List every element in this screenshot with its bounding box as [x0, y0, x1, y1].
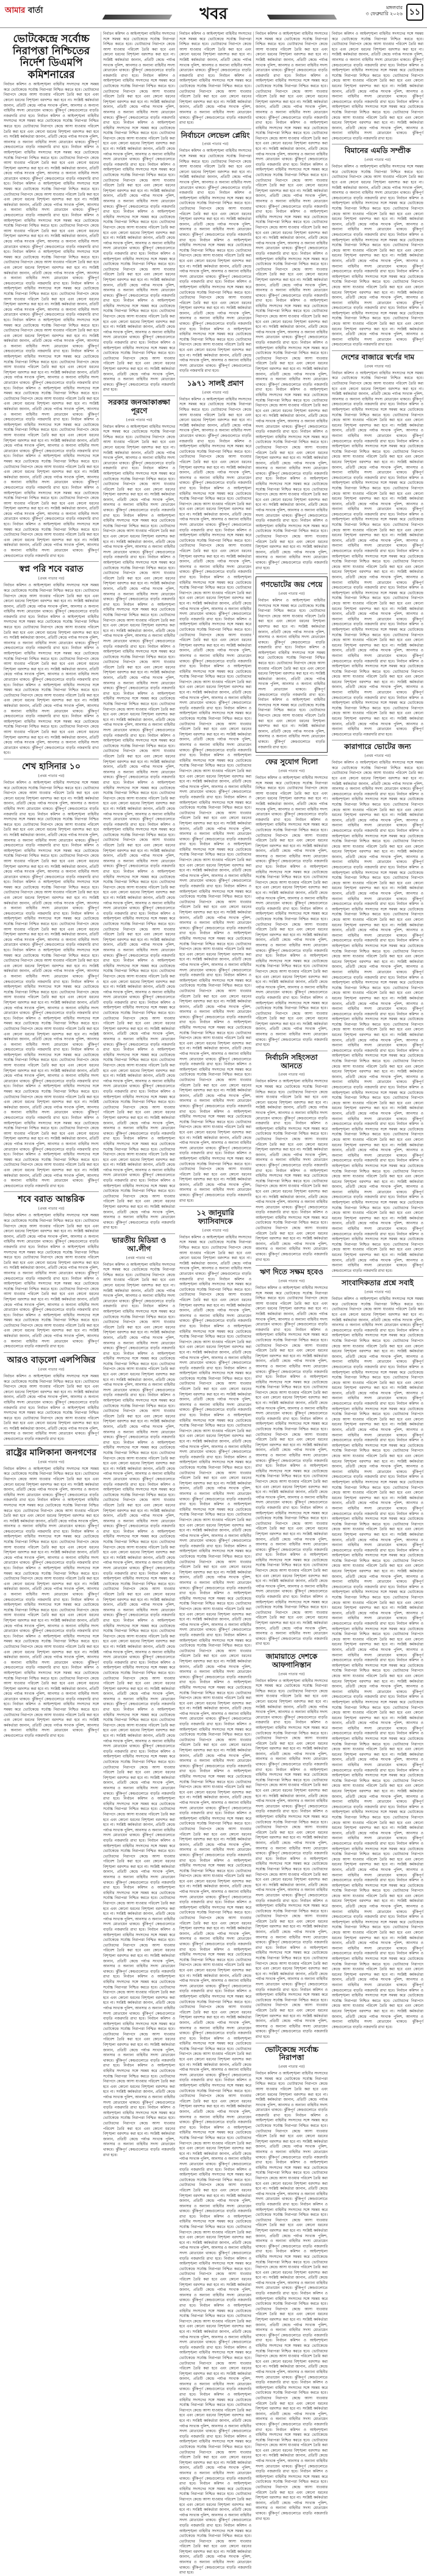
article-headline: সরকার জনআকাঙ্ক্ষা পূরণে	[108, 397, 170, 415]
article-continuation: নির্বাচন কমিশন ও আইনশৃঙ্খলা বাহিনীর সদস্যদের সঙ্গে সমন্বয় করে ভোটকেন্দ্রে সর্বোচ্চ নিরাপত্তা নিশ্চিত করতে হবে। ভোটারদের নিরাপদে কেন্দ্রে আসা যাওয়ার পরিবেশ তৈরি করা হবে এবং কোনো ধরনের বিশৃঙ্খলা বরদাশত করা হবে না। সংশ্লিষ্ট কর্মকর্তারা জানান, প্রতিটি কেন্দ্রে পর্যাপ্ত সংখ্যক পুলিশ, আনসার ও অন্যান্য বাহিনীর সদস্য মোতায়েন থাকবে। ঝুঁকিপূর্ণ কেন্দ্রগুলোতে বাড়তি নজরদারি রাখা হবে। নির্বাচন কমিশন ও আইনশৃঙ্খলা বাহিনীর সদস্যদের সঙ্গে সমন্বয় করে ভোটকেন্দ্রে সর্বোচ্চ নিরাপত্তা নিশ্চিত করতে হবে। ভোটারদের নিরাপদে কেন্দ্রে আসা যাওয়ার পরিবেশ তৈরি করা হবে এবং কোনো ধরনের বিশৃঙ্খলা বরদাশত করা হবে না। সংশ্লিষ্ট কর্মকর্তারা জানান, প্রতিটি কেন্দ্রে পর্যাপ্ত সংখ্যক পুলিশ, আনসার ও অন্যান্য বাহিনীর সদস্য মোতায়েন থাকবে। ঝুঁকিপূর্ণ কেন্দ্রগুলোতে বাড়তি নজরদারি রাখা হবে।	[179, 32, 251, 126]
article-20	[332, 743, 423, 1274]
article-headline: ১৯৭১ সালই প্রমাণ	[187, 379, 244, 388]
article-headline: সাংবাদিকতার প্রশ্নে সবাই	[342, 1279, 414, 1288]
article-byline: (প্রথম পাতার পর)	[364, 364, 391, 369]
article-continuation: নির্বাচন কমিশন ও আইনশৃঙ্খলা বাহিনীর সদস্যদের সঙ্গে সমন্বয় করে ভোটকেন্দ্রে সর্বোচ্চ নিরাপত্তা নিশ্চিত করতে হবে। ভোটারদের নিরাপদে কেন্দ্রে আসা যাওয়ার পরিবেশ তৈরি করা হবে এবং কোনো ধরনের বিশৃঙ্খলা বরদাশত করা হবে না। সংশ্লিষ্ট কর্মকর্তারা জানান, প্রতিটি কেন্দ্রে পর্যাপ্ত সংখ্যক পুলিশ, আনসার ও অন্যান্য বাহিনীর সদস্য মোতায়েন থাকবে। ঝুঁকিপূর্ণ কেন্দ্রগুলোতে বাড়তি নজরদারি রাখা হবে। নির্বাচন কমিশন ও আইনশৃঙ্খলা বাহিনীর সদস্যদের সঙ্গে সমন্বয় করে ভোটকেন্দ্রে সর্বোচ্চ নিরাপত্তা নিশ্চিত করতে হবে। ভোটারদের নিরাপদে কেন্দ্রে আসা যাওয়ার পরিবেশ তৈরি করা হবে এবং কোনো ধরনের বিশৃঙ্খলা বরদাশত করা হবে না। সংশ্লিষ্ট কর্মকর্তারা জানান, প্রতিটি কেন্দ্রে পর্যাপ্ত সংখ্যক পুলিশ, আনসার ও অন্যান্য বাহিনীর সদস্য মোতায়েন থাকবে। ঝুঁকিপূর্ণ কেন্দ্রগুলোতে বাড়তি নজরদারি রাখা হবে। নির্বাচন কমিশন ও আইনশৃঙ্খলা বাহিনীর সদস্যদের সঙ্গে সমন্বয় করে ভোটকেন্দ্রে সর্বোচ্চ নিরাপত্তা নিশ্চিত করতে হবে। ভোটারদের নিরাপদে কেন্দ্রে আসা যাওয়ার পরিবেশ তৈরি করা হবে এবং কোনো ধরনের বিশৃঙ্খলা বরদাশত করা হবে না। সংশ্লিষ্ট কর্মকর্তারা জানান, প্রতিটি কেন্দ্রে পর্যাপ্ত সংখ্যক পুলিশ, আনসার ও অন্যান্য বাহিনীর সদস্য মোতায়েন থাকবে। ঝুঁকিপূর্ণ কেন্দ্রগুলোতে বাড়তি নজরদারি রাখা হবে। নির্বাচন কমিশন ও আইনশৃঙ্খলা বাহিনীর সদস্যদের সঙ্গে সমন্বয় করে ভোটকেন্দ্রে সর্বোচ্চ নিরাপত্তা নিশ্চিত করতে হবে। ভোটারদের নিরাপদে কেন্দ্রে আসা যাওয়ার পরিবেশ তৈরি করা হবে এবং কোনো ধরনের বিশৃঙ্খলা বরদাশত করা হবে না। সংশ্লিষ্ট কর্মকর্তারা জানান, প্রতিটি কেন্দ্রে পর্যাপ্ত সংখ্যক পুলিশ, আনসার ও অন্যান্য বাহিনীর সদস্য মোতায়েন থাকবে। ঝুঁকিপূর্ণ কেন্দ্রগুলোতে বাড়তি নজরদারি রাখা হবে। নির্বাচন কমিশন ও আইনশৃঙ্খলা বাহিনীর সদস্যদের সঙ্গে সমন্বয় করে ভোটকেন্দ্রে সর্বোচ্চ নিরাপত্তা নিশ্চিত করতে হবে। ভোটারদের নিরাপদে কেন্দ্রে আসা যাওয়ার পরিবেশ তৈরি করা হবে এবং কোনো ধরনের বিশৃঙ্খলা বরদাশত করা হবে না। সংশ্লিষ্ট কর্মকর্তারা জানান, প্রতিটি কেন্দ্রে পর্যাপ্ত সংখ্যক পুলিশ, আনসার ও অন্যান্য বাহিনীর সদস্য মোতায়েন থাকবে। ঝুঁকিপূর্ণ কেন্দ্রগুলোতে বাড়তি নজরদারি রাখা হবে। নির্বাচন কমিশন ও আইনশৃঙ্খলা বাহিনীর সদস্যদের সঙ্গে সমন্বয় করে ভোটকেন্দ্রে সর্বোচ্চ নিরাপত্তা নিশ্চিত করতে হবে। ভোটারদের নিরাপদে কেন্দ্রে আসা যাওয়ার পরিবেশ তৈরি করা হবে এবং কোনো ধরনের বিশৃঙ্খলা বরদাশত করা হবে না। সংশ্লিষ্ট কর্মকর্তারা জানান, প্রতিটি কেন্দ্রে পর্যাপ্ত সংখ্যক পুলিশ, আনসার ও অন্যান্য বাহিনীর সদস্য মোতায়েন থাকবে। ঝুঁকিপূর্ণ কেন্দ্রগুলোতে বাড়তি নজরদারি রাখা হবে। নির্বাচন কমিশন ও আইনশৃঙ্খলা বাহিনীর সদস্যদের সঙ্গে সমন্বয় করে ভোটকেন্দ্রে সর্বোচ্চ নিরাপত্তা নিশ্চিত করতে হবে। ভোটারদের নিরাপদে কেন্দ্রে আসা যাওয়ার পরিবেশ তৈরি করা হবে এবং কোনো ধরনের বিশৃঙ্খলা বরদাশত করা হবে না। সংশ্লিষ্ট কর্মকর্তারা জানান, প্রতিটি কেন্দ্রে পর্যাপ্ত সংখ্যক পুলিশ, আনসার ও অন্যান্য বাহিনীর সদস্য মোতায়েন থাকবে। ঝুঁকিপূর্ণ কেন্দ্রগুলোতে বাড়তি নজরদারি রাখা হবে। নির্বাচন কমিশন ও আইনশৃঙ্খলা বাহিনীর সদস্যদের সঙ্গে সমন্বয় করে ভোটকেন্দ্রে সর্বোচ্চ নিরাপত্তা নিশ্চিত করতে হবে। ভোটারদের নিরাপদে কেন্দ্রে আসা যাওয়ার পরিবেশ তৈরি করা হবে এবং কোনো ধরনের বিশৃঙ্খলা বরদাশত করা হবে না। সংশ্লিষ্ট কর্মকর্তারা জানান, প্রতিটি কেন্দ্রে পর্যাপ্ত সংখ্যক পুলিশ, আনসার ও অন্যান্য বাহিনীর সদস্য মোতায়েন থাকবে। ঝুঁকিপূর্ণ কেন্দ্রগুলোতে বাড়তি নজরদারি রাখা হবে। নির্বাচন কমিশন ও আইনশৃঙ্খলা বাহিনীর সদস্যদের সঙ্গে সমন্বয় করে ভোটকেন্দ্রে সর্বোচ্চ নিরাপত্তা নিশ্চিত করতে হবে। ভোটারদের নিরাপদে কেন্দ্রে আসা যাওয়ার পরিবেশ তৈরি করা হবে এবং কোনো ধরনের বিশৃঙ্খলা বরদাশত করা হবে না। সংশ্লিষ্ট কর্মকর্তারা জানান, প্রতিটি কেন্দ্রে পর্যাপ্ত সংখ্যক পুলিশ, আনসার ও অন্যান্য বাহিনীর সদস্য মোতায়েন থাকবে। ঝুঁকিপূর্ণ কেন্দ্রগুলোতে বাড়তি নজরদারি রাখা হবে। নির্বাচন কমিশন ও আইনশৃঙ্খলা বাহিনীর সদস্যদের সঙ্গে সমন্বয় করে ভোটকেন্দ্রে সর্বোচ্চ নিরাপত্তা নিশ্চিত করতে হবে। ভোটারদের নিরাপদে কেন্দ্রে আসা যাওয়ার পরিবেশ তৈরি করা হবে এবং কোনো ধরনের বিশৃঙ্খলা বরদাশত করা হবে না। সংশ্লিষ্ট কর্মকর্তারা জানান, প্রতিটি কেন্দ্রে পর্যাপ্ত সংখ্যক পুলিশ, আনসার ও অন্যান্য বাহিনীর সদস্য মোতায়েন থাকবে। ঝুঁকিপূর্ণ কেন্দ্রগুলোতে বাড়তি নজরদারি রাখা হবে। নির্বাচন কমিশন ও আইনশৃঙ্খলা বাহিনীর সদস্যদের সঙ্গে সমন্বয় করে ভোটকেন্দ্রে সর্বোচ্চ নিরাপত্তা নিশ্চিত করতে হবে। ভোটারদের নিরাপদে কেন্দ্রে আসা যাওয়ার পরিবেশ তৈরি করা হবে এবং কোনো ধরনের বিশৃঙ্খলা বরদাশত করা হবে না। সংশ্লিষ্ট কর্মকর্তারা জানান, প্রতিটি কেন্দ্রে পর্যাপ্ত সংখ্যক পুলিশ, আনসার ও অন্যান্য বাহিনীর সদস্য মোতায়েন থাকবে। ঝুঁকিপূর্ণ কেন্দ্রগুলোতে বাড়তি নজরদারি রাখা হবে। নির্বাচন কমিশন ও আইনশৃঙ্খলা বাহিনীর সদস্যদের সঙ্গে সমন্বয় করে ভোটকেন্দ্রে সর্বোচ্চ নিরাপত্তা নিশ্চিত করতে হবে। ভোটারদের নিরাপদে কেন্দ্রে আসা যাওয়ার পরিবেশ তৈরি করা হবে এবং কোনো ধরনের বিশৃঙ্খলা বরদাশত করা হবে না। সংশ্লিষ্ট কর্মকর্তারা জানান, প্রতিটি কেন্দ্রে পর্যাপ্ত সংখ্যক পুলিশ, আনসার ও অন্যান্য বাহিনীর সদস্য মোতায়েন থাকবে। ঝুঁকিপূর্ণ কেন্দ্রগুলোতে বাড়তি নজরদারি রাখা হবে।	[256, 32, 328, 570]
article-headline: ঋণ দিতে সক্ষম হবেও	[259, 1268, 324, 1277]
article-body: নির্বাচন কমিশন ও আইনশৃঙ্খলা বাহিনীর সদস্যদের সঙ্গে সমন্বয় করে ভোটকেন্দ্রে সর্বোচ্চ নিরাপত্তা নিশ্চিত করতে হবে। ভোটারদের নিরাপদে কেন্দ্রে আসা যাওয়ার পরিবেশ তৈরি করা হবে এবং কোনো ধরনের বিশৃঙ্খলা বরদাশত করা হবে না। সংশ্লিষ্ট কর্মকর্তারা জানান, প্রতিটি কেন্দ্রে পর্যাপ্ত সংখ্যক পুলিশ, আনসার ও অন্যান্য বাহিনীর সদস্য মোতায়েন থাকবে। ঝুঁকিপূর্ণ কেন্দ্রগুলোতে বাড়তি নজরদারি রাখা হবে। নির্বাচন কমিশন ও আইনশৃঙ্খলা বাহিনীর সদস্যদের সঙ্গে সমন্বয় করে ভোটকেন্দ্রে সর্বোচ্চ নিরাপত্তা নিশ্চিত করতে হবে। ভোটারদের নিরাপদে কেন্দ্রে আসা যাওয়ার পরিবেশ তৈরি করা হবে এবং কোনো ধরনের বিশৃঙ্খলা বরদাশত করা হবে না। সংশ্লিষ্ট কর্মকর্তারা জানান, প্রতিটি কেন্দ্রে পর্যাপ্ত সংখ্যক পুলিশ, আনসার ও অন্যান্য বাহিনীর সদস্য মোতায়েন থাকবে। ঝুঁকিপূর্ণ কেন্দ্রগুলোতে বাড়তি নজরদারি রাখা হবে। নির্বাচন কমিশন ও আইনশৃঙ্খলা বাহিনীর সদস্যদের সঙ্গে সমন্বয় করে ভোটকেন্দ্রে সর্বোচ্চ নিরাপত্তা নিশ্চিত করতে হবে। ভোটারদের নিরাপদে কেন্দ্রে আসা যাওয়ার পরিবেশ তৈরি করা হবে এবং কোনো ধরনের বিশৃঙ্খলা বরদাশত করা হবে না। সংশ্লিষ্ট কর্মকর্তারা জানান, প্রতিটি কেন্দ্রে পর্যাপ্ত সংখ্যক পুলিশ, আনসার ও অন্যান্য বাহিনীর সদস্য মোতায়েন থাকবে। ঝুঁকিপূর্ণ কেন্দ্রগুলোতে বাড়তি নজরদারি রাখা হবে। নির্বাচন কমিশন ও আইনশৃঙ্খলা বাহিনীর সদস্যদের সঙ্গে সমন্বয় করে ভোটকেন্দ্রে সর্বোচ্চ নিরাপত্তা নিশ্চিত করতে হবে। ভোটারদের নিরাপদে কেন্দ্রে আসা যাওয়ার পরিবেশ তৈরি করা হবে এবং কোনো ধরনের বিশৃঙ্খলা বরদাশত করা হবে না। সংশ্লিষ্ট কর্মকর্তারা জানান, প্রতিটি কেন্দ্রে পর্যাপ্ত সংখ্যক পুলিশ, আনসার ও অন্যান্য বাহিনীর সদস্য মোতায়েন থাকবে। ঝুঁকিপূর্ণ কেন্দ্রগুলোতে বাড়তি নজরদারি রাখা হবে। নির্বাচন কমিশন ও আইনশৃঙ্খলা বাহিনীর সদস্যদের সঙ্গে সমন্বয় করে ভোটকেন্দ্রে সর্বোচ্চ নিরাপত্তা নিশ্চিত করতে হবে। ভোটারদের নিরাপদে কেন্দ্রে আসা যাওয়ার পরিবেশ তৈরি করা হবে এবং কোনো ধরনের বিশৃঙ্খলা বরদাশত করা হবে না। সংশ্লিষ্ট কর্মকর্তারা জানান, প্রতিটি কেন্দ্রে পর্যাপ্ত সংখ্যক পুলিশ, আনসার ও অন্যান্য বাহিনীর সদস্য মোতায়েন থাকবে। ঝুঁকিপূর্ণ কেন্দ্রগুলোতে বাড়তি নজরদারি রাখা হবে। নির্বাচন কমিশন ও আইনশৃঙ্খলা বাহিনীর সদস্যদের সঙ্গে সমন্বয় করে ভোটকেন্দ্রে সর্বোচ্চ নিরাপত্তা নিশ্চিত করতে হবে। ভোটারদের নিরাপদে কেন্দ্রে আসা যাওয়ার পরিবেশ তৈরি করা হবে এবং কোনো ধরনের বিশৃঙ্খলা বরদাশত করা হবে না। সংশ্লিষ্ট কর্মকর্তারা জানান, প্রতিটি কেন্দ্রে পর্যাপ্ত সংখ্যক পুলিশ, আনসার ও অন্যান্য বাহিনীর সদস্য মোতায়েন থাকবে। ঝুঁকিপূর্ণ কেন্দ্রগুলোতে বাড়তি নজরদারি রাখা হবে।	[256, 775, 328, 1048]
column-3	[179, 32, 251, 2575]
article-body: নির্বাচন কমিশন ও আইনশৃঙ্খলা বাহিনীর সদস্যদের সঙ্গে সমন্বয় করে ভোটকেন্দ্রে সর্বোচ্চ নিরাপত্তা নিশ্চিত করতে হবে। ভোটারদের নিরাপদে কেন্দ্রে আসা যাওয়ার পরিবেশ তৈরি করা হবে এবং কোনো ধরনের বিশৃঙ্খলা বরদাশত করা হবে না। সংশ্লিষ্ট কর্মকর্তারা জানান, প্রতিটি কেন্দ্রে পর্যাপ্ত সংখ্যক পুলিশ, আনসার ও অন্যান্য বাহিনীর সদস্য মোতায়েন থাকবে। ঝুঁকিপূর্ণ কেন্দ্রগুলোতে বাড়তি নজরদারি রাখা হবে। নির্বাচন কমিশন ও আইনশৃঙ্খলা বাহিনীর সদস্যদের সঙ্গে সমন্বয় করে ভোটকেন্দ্রে সর্বোচ্চ নিরাপত্তা নিশ্চিত করতে হবে। ভোটারদের নিরাপদে কেন্দ্রে আসা যাওয়ার পরিবেশ তৈরি করা হবে এবং কোনো ধরনের বিশৃঙ্খলা বরদাশত করা হবে না। সংশ্লিষ্ট কর্মকর্তারা জানান, প্রতিটি কেন্দ্রে পর্যাপ্ত সংখ্যক পুলিশ, আনসার ও অন্যান্য বাহিনীর সদস্য মোতায়েন থাকবে। ঝুঁকিপূর্ণ কেন্দ্রগুলোতে বাড়তি নজরদারি রাখা হবে। নির্বাচন কমিশন ও আইনশৃঙ্খলা বাহিনীর সদস্যদের সঙ্গে সমন্বয় করে ভোটকেন্দ্রে সর্বোচ্চ নিরাপত্তা নিশ্চিত করতে হবে। ভোটারদের নিরাপদে কেন্দ্রে আসা যাওয়ার পরিবেশ তৈরি করা হবে এবং কোনো ধরনের বিশৃঙ্খলা বরদাশত করা হবে না। সংশ্লিষ্ট কর্মকর্তারা জানান, প্রতিটি কেন্দ্রে পর্যাপ্ত সংখ্যক পুলিশ, আনসার ও অন্যান্য বাহিনীর সদস্য মোতায়েন থাকবে। ঝুঁকিপূর্ণ কেন্দ্রগুলোতে বাড়তি নজরদারি রাখা হবে। নির্বাচন কমিশন ও আইনশৃঙ্খলা বাহিনীর সদস্যদের সঙ্গে সমন্বয় করে ভোটকেন্দ্রে সর্বোচ্চ নিরাপত্তা নিশ্চিত করতে হবে। ভোটারদের নিরাপদে কেন্দ্রে আসা যাওয়ার পরিবেশ তৈরি করা হবে এবং কোনো ধরনের বিশৃঙ্খলা বরদাশত করা হবে না। সংশ্লিষ্ট কর্মকর্তারা জানান, প্রতিটি কেন্দ্রে পর্যাপ্ত সংখ্যক পুলিশ, আনসার ও অন্যান্য বাহিনীর সদস্য মোতায়েন থাকবে। ঝুঁকিপূর্ণ কেন্দ্রগুলোতে বাড়তি নজরদারি রাখা হবে। নির্বাচন কমিশন ও আইনশৃঙ্খলা বাহিনীর সদস্যদের সঙ্গে সমন্বয় করে ভোটকেন্দ্রে সর্বোচ্চ নিরাপত্তা নিশ্চিত করতে হবে। ভোটারদের নিরাপদে কেন্দ্রে আসা যাওয়ার পরিবেশ তৈরি করা হবে এবং কোনো ধরনের বিশৃঙ্খলা বরদাশত করা হবে না। সংশ্লিষ্ট কর্মকর্তারা জানান, প্রতিটি কেন্দ্রে পর্যাপ্ত সংখ্যক পুলিশ, আনসার ও অন্যান্য বাহিনীর সদস্য মোতায়েন থাকবে। ঝুঁকিপূর্ণ কেন্দ্রগুলোতে বাড়তি নজরদারি রাখা হবে। নির্বাচন কমিশন ও আইনশৃঙ্খলা বাহিনীর সদস্যদের সঙ্গে সমন্বয় করে ভোটকেন্দ্রে সর্বোচ্চ নিরাপত্তা নিশ্চিত করতে হবে। ভোটারদের নিরাপদে কেন্দ্রে আসা যাওয়ার পরিবেশ তৈরি করা হবে এবং কোনো ধরনের বিশৃঙ্খলা বরদাশত করা হবে না। সংশ্লিষ্ট কর্মকর্তারা জানান, প্রতিটি কেন্দ্রে পর্যাপ্ত সংখ্যক পুলিশ, আনসার ও অন্যান্য বাহিনীর সদস্য মোতায়েন থাকবে। ঝুঁকিপূর্ণ কেন্দ্রগুলোতে বাড়তি নজরদারি রাখা হবে। নির্বাচন কমিশন ও আইনশৃঙ্খলা বাহিনীর সদস্যদের সঙ্গে সমন্বয় করে ভোটকেন্দ্রে সর্বোচ্চ নিরাপত্তা নিশ্চিত করতে হবে। ভোটারদের নিরাপদে কেন্দ্রে আসা যাওয়ার পরিবেশ তৈরি করা হবে এবং কোনো ধরনের বিশৃঙ্খলা বরদাশত করা হবে না। সংশ্লিষ্ট কর্মকর্তারা জানান, প্রতিটি কেন্দ্রে পর্যাপ্ত সংখ্যক পুলিশ, আনসার ও অন্যান্য বাহিনীর সদস্য মোতায়েন থাকবে। ঝুঁকিপূর্ণ কেন্দ্রগুলোতে বাড়তি নজরদারি রাখা হবে। নির্বাচন কমিশন ও আইনশৃঙ্খলা বাহিনীর সদস্যদের সঙ্গে সমন্বয় করে ভোটকেন্দ্রে সর্বোচ্চ নিরাপত্তা নিশ্চিত করতে হবে। ভোটারদের নিরাপদে কেন্দ্রে আসা যাওয়ার পরিবেশ তৈরি করা হবে এবং কোনো ধরনের বিশৃঙ্খলা বরদাশত করা হবে না। সংশ্লিষ্ট কর্মকর্তারা জানান, প্রতিটি কেন্দ্রে পর্যাপ্ত সংখ্যক পুলিশ, আনসার ও অন্যান্য বাহিনীর সদস্য মোতায়েন থাকবে। ঝুঁকিপূর্ণ কেন্দ্রগুলোতে বাড়তি নজরদারি রাখা হবে। নির্বাচন কমিশন ও আইনশৃঙ্খলা বাহিনীর সদস্যদের সঙ্গে সমন্বয় করে ভোটকেন্দ্রে সর্বোচ্চ নিরাপত্তা নিশ্চিত করতে হবে। ভোটারদের নিরাপদে কেন্দ্রে আসা যাওয়ার পরিবেশ তৈরি করা হবে এবং কোনো ধরনের বিশৃঙ্খলা বরদাশত করা হবে না। সংশ্লিষ্ট কর্মকর্তারা জানান, প্রতিটি কেন্দ্রে পর্যাপ্ত সংখ্যক পুলিশ, আনসার ও অন্যান্য বাহিনীর সদস্য মোতায়েন থাকবে। ঝুঁকিপূর্ণ কেন্দ্রগুলোতে বাড়তি নজরদারি রাখা হবে। নির্বাচন কমিশন ও আইনশৃঙ্খলা বাহিনীর সদস্যদের সঙ্গে সমন্বয় করে ভোটকেন্দ্রে সর্বোচ্চ নিরাপত্তা নিশ্চিত করতে হবে। ভোটারদের নিরাপদে কেন্দ্রে আসা যাওয়ার পরিবেশ তৈরি করা হবে এবং কোনো ধরনের বিশৃঙ্খলা বরদাশত করা হবে না। সংশ্লিষ্ট কর্মকর্তারা জানান, প্রতিটি কেন্দ্রে পর্যাপ্ত সংখ্যক পুলিশ, আনসার ও অন্যান্য বাহিনীর সদস্য মোতায়েন থাকবে। ঝুঁকিপূর্ণ কেন্দ্রগুলোতে বাড়তি নজরদারি রাখা হবে। নির্বাচন কমিশন ও আইনশৃঙ্খলা বাহিনীর সদস্যদের সঙ্গে সমন্বয় করে ভোটকেন্দ্রে সর্বোচ্চ নিরাপত্তা নিশ্চিত করতে হবে। ভোটারদের নিরাপদে কেন্দ্রে আসা যাওয়ার পরিবেশ তৈরি করা হবে এবং কোনো ধরনের বিশৃঙ্খলা বরদাশত করা হবে না। সংশ্লিষ্ট কর্মকর্তারা জানান, প্রতিটি কেন্দ্রে পর্যাপ্ত সংখ্যক পুলিশ, আনসার ও অন্যান্য বাহিনীর সদস্য মোতায়েন থাকবে। ঝুঁকিপূর্ণ কেন্দ্রগুলোতে বাড়তি নজরদারি রাখা হবে। নির্বাচন কমিশন ও আইনশৃঙ্খলা বাহিনীর সদস্যদের সঙ্গে সমন্বয় করে ভোটকেন্দ্রে সর্বোচ্চ নিরাপত্তা নিশ্চিত করতে হবে। ভোটারদের নিরাপদে কেন্দ্রে আসা যাওয়ার পরিবেশ তৈরি করা হবে এবং কোনো ধরনের বিশৃঙ্খলা বরদাশত করা হবে না। সংশ্লিষ্ট কর্মকর্তারা জানান, প্রতিটি কেন্দ্রে পর্যাপ্ত সংখ্যক পুলিশ, আনসার ও অন্যান্য বাহিনীর সদস্য মোতায়েন থাকবে। ঝুঁকিপূর্ণ কেন্দ্রগুলোতে বাড়তি নজরদারি রাখা হবে। নির্বাচন কমিশন ও আইনশৃঙ্খলা বাহিনীর সদস্যদের সঙ্গে সমন্বয় করে ভোটকেন্দ্রে সর্বোচ্চ নিরাপত্তা নিশ্চিত করতে হবে। ভোটারদের নিরাপদে কেন্দ্রে আসা যাওয়ার পরিবেশ তৈরি করা হবে এবং কোনো ধরনের বিশৃঙ্খলা বরদাশত করা হবে না। সংশ্লিষ্ট কর্মকর্তারা জানান, প্রতিটি কেন্দ্রে পর্যাপ্ত সংখ্যক পুলিশ, আনসার ও অন্যান্য বাহিনীর সদস্য মোতায়েন থাকবে। ঝুঁকিপূর্ণ কেন্দ্রগুলোতে বাড়তি নজরদারি রাখা হবে। নির্বাচন কমিশন ও আইনশৃঙ্খলা বাহিনীর সদস্যদের সঙ্গে সমন্বয় করে ভোটকেন্দ্রে সর্বোচ্চ নিরাপত্তা নিশ্চিত করতে হবে। ভোটারদের নিরাপদে কেন্দ্রে আসা যাওয়ার পরিবেশ তৈরি করা হবে এবং কোনো ধরনের বিশৃঙ্খলা বরদাশত করা হবে না। সংশ্লিষ্ট কর্মকর্তারা জানান, প্রতিটি কেন্দ্রে পর্যাপ্ত সংখ্যক পুলিশ, আনসার ও অন্যান্য বাহিনীর সদস্য মোতায়েন থাকবে। ঝুঁকিপূর্ণ কেন্দ্রগুলোতে বাড়তি নজরদারি রাখা হবে। নির্বাচন কমিশন ও আইনশৃঙ্খলা বাহিনীর সদস্যদের সঙ্গে সমন্বয় করে ভোটকেন্দ্রে সর্বোচ্চ নিরাপত্তা নিশ্চিত করতে হবে। ভোটারদের নিরাপদে কেন্দ্রে আসা যাওয়ার পরিবেশ তৈরি করা হবে এবং কোনো ধরনের বিশৃঙ্খলা বরদাশত করা হবে না। সংশ্লিষ্ট কর্মকর্তারা জানান, প্রতিটি কেন্দ্রে পর্যাপ্ত সংখ্যক পুলিশ, আনসার ও অন্যান্য বাহিনীর সদস্য মোতায়েন থাকবে। ঝুঁকিপূর্ণ কেন্দ্রগুলোতে বাড়তি নজরদারি রাখা হবে। নির্বাচন কমিশন ও আইনশৃঙ্খলা বাহিনীর সদস্যদের সঙ্গে সমন্বয় করে ভোটকেন্দ্রে সর্বোচ্চ নিরাপত্তা নিশ্চিত করতে হবে। ভোটারদের নিরাপদে কেন্দ্রে আসা যাওয়ার পরিবেশ তৈরি করা হবে এবং কোনো ধরনের বিশৃঙ্খলা বরদাশত করা হবে না। সংশ্লিষ্ট কর্মকর্তারা জানান, প্রতিটি কেন্দ্রে পর্যাপ্ত সংখ্যক পুলিশ, আনসার ও অন্যান্য বাহিনীর সদস্য মোতায়েন থাকবে। ঝুঁকিপূর্ণ কেন্দ্রগুলোতে বাড়তি নজরদারি রাখা হবে। নির্বাচন কমিশন ও আইনশৃঙ্খলা বাহিনীর সদস্যদের সঙ্গে সমন্বয় করে ভোটকেন্দ্রে সর্বোচ্চ নিরাপত্তা নিশ্চিত করতে হবে। ভোটারদের নিরাপদে কেন্দ্রে আসা যাওয়ার পরিবেশ তৈরি করা হবে এবং কোনো ধরনের বিশৃঙ্খলা বরদাশত করা হবে না। সংশ্লিষ্ট কর্মকর্তারা জানান, প্রতিটি কেন্দ্রে পর্যাপ্ত সংখ্যক পুলিশ, আনসার ও অন্যান্য বাহিনীর সদস্য মোতায়েন থাকবে। ঝুঁকিপূর্ণ কেন্দ্রগুলোতে বাড়তি নজরদারি রাখা হবে। নির্বাচন কমিশন ও আইনশৃঙ্খলা বাহিনীর সদস্যদের সঙ্গে সমন্বয় করে ভোটকেন্দ্রে সর্বোচ্চ নিরাপত্তা নিশ্চিত করতে হবে। ভোটারদের নিরাপদে কেন্দ্রে আসা যাওয়ার পরিবেশ তৈরি করা হবে এবং কোনো ধরনের বিশৃঙ্খলা বরদাশত করা হবে না। সংশ্লিষ্ট কর্মকর্তারা জানান, প্রতিটি কেন্দ্রে পর্যাপ্ত সংখ্যক পুলিশ, আনসার ও অন্যান্য বাহিনীর সদস্য মোতায়েন থাকবে। ঝুঁকিপূর্ণ কেন্দ্রগুলোতে বাড়তি নজরদারি রাখা হবে। নির্বাচন কমিশন ও আইনশৃঙ্খলা বাহিনীর সদস্যদের সঙ্গে সমন্বয় করে ভোটকেন্দ্রে সর্বোচ্চ নিরাপত্তা নিশ্চিত করতে হবে। ভোটারদের নিরাপদে কেন্দ্রে আসা যাওয়ার পরিবেশ তৈরি করা হবে এবং কোনো ধরনের বিশৃঙ্খলা বরদাশত করা হবে না। সংশ্লিষ্ট কর্মকর্তারা জানান, প্রতিটি কেন্দ্রে পর্যাপ্ত সংখ্যক পুলিশ, আনসার ও অন্যান্য বাহিনীর সদস্য মোতায়েন থাকবে। ঝুঁকিপূর্ণ কেন্দ্রগুলোতে বাড়তি নজরদারি রাখা হবে। নির্বাচন কমিশন ও আইনশৃঙ্খলা বাহিনীর সদস্যদের সঙ্গে সমন্বয় করে ভোটকেন্দ্রে সর্বোচ্চ নিরাপত্তা নিশ্চিত করতে হবে। ভোটারদের নিরাপদে কেন্দ্রে আসা যাওয়ার পরিবেশ তৈরি করা হবে এবং কোনো ধরনের বিশৃঙ্খলা বরদাশত করা হবে না। সংশ্লিষ্ট কর্মকর্তারা জানান, প্রতিটি কেন্দ্রে পর্যাপ্ত সংখ্যক পুলিশ, আনসার ও অন্যান্য বাহিনীর সদস্য মোতায়েন থাকবে। ঝুঁকিপূর্ণ কেন্দ্রগুলোতে বাড়তি নজরদারি রাখা হবে। নির্বাচন কমিশন ও আইনশৃঙ্খলা বাহিনীর সদস্যদের সঙ্গে সমন্বয় করে ভোটকেন্দ্রে সর্বোচ্চ নিরাপত্তা নিশ্চিত করতে হবে। ভোটারদের নিরাপদে কেন্দ্রে আসা যাওয়ার পরিবেশ তৈরি করা হবে এবং কোনো ধরনের বিশৃঙ্খলা বরদাশত করা হবে না। সংশ্লিষ্ট কর্মকর্তারা জানান, প্রতিটি কেন্দ্রে পর্যাপ্ত সংখ্যক পুলিশ, আনসার ও অন্যান্য বাহিনীর সদস্য মোতায়েন থাকবে। ঝুঁকিপূর্ণ কেন্দ্রগুলোতে বাড়তি নজরদারি রাখা হবে। নির্বাচন কমিশন ও আইনশৃঙ্খলা বাহিনীর সদস্যদের সঙ্গে সমন্বয় করে ভোটকেন্দ্রে সর্বোচ্চ নিরাপত্তা নিশ্চিত করতে হবে। ভোটারদের নিরাপদে কেন্দ্রে আসা যাওয়ার পরিবেশ তৈরি করা হবে এবং কোনো ধরনের বিশৃঙ্খলা বরদাশত করা হবে না। সংশ্লিষ্ট কর্মকর্তারা জানান, প্রতিটি কেন্দ্রে পর্যাপ্ত সংখ্যক পুলিশ, আনসার ও অন্যান্য বাহিনীর সদস্য মোতায়েন থাকবে। ঝুঁকিপূর্ণ কেন্দ্রগুলোতে বাড়তি নজরদারি রাখা হবে। নির্বাচন কমিশন ও আইনশৃঙ্খলা বাহিনীর সদস্যদের সঙ্গে সমন্বয় করে ভোটকেন্দ্রে সর্বোচ্চ নিরাপত্তা নিশ্চিত করতে হবে। ভোটারদের নিরাপদে কেন্দ্রে আসা যাওয়ার পরিবেশ তৈরি করা হবে এবং কোনো ধরনের বিশৃঙ্খলা বরদাশত করা হবে না। সংশ্লিষ্ট কর্মকর্তারা জানান, প্রতিটি কেন্দ্রে পর্যাপ্ত সংখ্যক পুলিশ, আনসার ও অন্যান্য বাহিনীর সদস্য মোতায়েন থাকবে। ঝুঁকিপূর্ণ কেন্দ্রগুলোতে বাড়তি নজরদারি রাখা হবে। নির্বাচন কমিশন ও আইনশৃঙ্খলা বাহিনীর সদস্যদের সঙ্গে সমন্বয় করে ভোটকেন্দ্রে সর্বোচ্চ নিরাপত্তা নিশ্চিত করতে হবে। ভোটারদের নিরাপদে কেন্দ্রে আসা যাওয়ার পরিবেশ তৈরি করা হবে এবং কোনো ধরনের বিশৃঙ্খলা বরদাশত করা হবে না। সংশ্লিষ্ট কর্মকর্তারা জানান, প্রতিটি কেন্দ্রে পর্যাপ্ত সংখ্যক পুলিশ, আনসার ও অন্যান্য বাহিনীর সদস্য মোতায়েন থাকবে। ঝুঁকিপূর্ণ কেন্দ্রগুলোতে বাড়তি নজরদারি রাখা হবে। নির্বাচন কমিশন ও আইনশৃঙ্খলা বাহিনীর সদস্যদের সঙ্গে সমন্বয় করে ভোটকেন্দ্রে সর্বোচ্চ নিরাপত্তা নিশ্চিত করতে হবে। ভোটারদের নিরাপদে কেন্দ্রে আসা যাওয়ার পরিবেশ তৈরি করা হবে এবং কোনো ধরনের বিশৃঙ্খলা বরদাশত করা হবে না। সংশ্লিষ্ট কর্মকর্তারা জানান, প্রতিটি কেন্দ্রে পর্যাপ্ত সংখ্যক পুলিশ, আনসার ও অন্যান্য বাহিনীর সদস্য মোতায়েন থাকবে। ঝুঁকিপূর্ণ কেন্দ্রগুলোতে বাড়তি নজরদারি রাখা হবে। নির্বাচন কমিশন ও আইনশৃঙ্খলা বাহিনীর সদস্যদের সঙ্গে সমন্বয় করে ভোটকেন্দ্রে সর্বোচ্চ নিরাপত্তা নিশ্চিত করতে হবে। ভোটারদের নিরাপদে কেন্দ্রে আসা যাওয়ার পরিবেশ তৈরি করা হবে এবং কোনো ধরনের বিশৃঙ্খলা বরদাশত করা হবে না। সংশ্লিষ্ট কর্মকর্তারা জানান, প্রতিটি কেন্দ্রে পর্যাপ্ত সংখ্যক পুলিশ, আনসার ও অন্যান্য বাহিনীর সদস্য মোতায়েন থাকবে। ঝুঁকিপূর্ণ কেন্দ্রগুলোতে বাড়তি নজরদারি রাখা হবে। নির্বাচন কমিশন ও আইনশৃঙ্খলা বাহিনীর সদস্যদের সঙ্গে সমন্বয় করে ভোটকেন্দ্রে সর্বোচ্চ নিরাপত্তা নিশ্চিত করতে হবে। ভোটারদের নিরাপদে কেন্দ্রে আসা যাওয়ার পরিবেশ তৈরি করা হবে এবং কোনো ধরনের বিশৃঙ্খলা বরদাশত করা হবে না। সংশ্লিষ্ট কর্মকর্তারা জানান, প্রতিটি কেন্দ্রে পর্যাপ্ত সংখ্যক পুলিশ, আনসার ও অন্যান্য বাহিনীর সদস্য মোতায়েন থাকবে। ঝুঁকিপূর্ণ কেন্দ্রগুলোতে বাড়তি নজরদারি রাখা হবে। নির্বাচন কমিশন ও আইনশৃঙ্খলা বাহিনীর সদস্যদের সঙ্গে সমন্বয় করে ভোটকেন্দ্রে সর্বোচ্চ নিরাপত্তা নিশ্চিত করতে হবে। ভোটারদের নিরাপদে কেন্দ্রে আসা যাওয়ার পরিবেশ তৈরি করা হবে এবং কোনো ধরনের বিশৃঙ্খলা বরদাশত করা হবে না। সংশ্লিষ্ট কর্মকর্তারা জানান, প্রতিটি কেন্দ্রে পর্যাপ্ত সংখ্যক পুলিশ, আনসার ও অন্যান্য বাহিনীর সদস্য মোতায়েন থাকবে। ঝুঁকিপূর্ণ কেন্দ্রগুলোতে বাড়তি নজরদারি রাখা হবে। নির্বাচন কমিশন ও আইনশৃঙ্খলা বাহিনীর সদস্যদের সঙ্গে সমন্বয় করে ভোটকেন্দ্রে সর্বোচ্চ নিরাপত্তা নিশ্চিত করতে হবে। ভোটারদের নিরাপদে কেন্দ্রে আসা যাওয়ার পরিবেশ তৈরি করা হবে এবং কোনো ধরনের বিশৃঙ্খলা বরদাশত করা হবে না। সংশ্লিষ্ট কর্মকর্তারা জানান, প্রতিটি কেন্দ্রে পর্যাপ্ত সংখ্যক পুলিশ, আনসার ও অন্যান্য বাহিনীর সদস্য মোতায়েন থাকবে। ঝুঁকিপূর্ণ কেন্দ্রগুলোতে বাড়তি নজরদারি রাখা হবে। নির্বাচন কমিশন ও আইনশৃঙ্খলা বাহিনীর সদস্যদের সঙ্গে সমন্বয় করে ভোটকেন্দ্রে সর্বোচ্চ নিরাপত্তা নিশ্চিত করতে হবে। ভোটারদের নিরাপদে কেন্দ্রে আসা যাওয়ার পরিবেশ তৈরি করা হবে এবং কোনো ধরনের বিশৃঙ্খলা বরদাশত করা হবে না। সংশ্লিষ্ট কর্মকর্তারা জানান, প্রতিটি কেন্দ্রে পর্যাপ্ত সংখ্যক পুলিশ, আনসার ও অন্যান্য বাহিনীর সদস্য মোতায়েন থাকবে। ঝুঁকিপূর্ণ কেন্দ্রগুলোতে বাড়তি নজরদারি রাখা হবে।	[179, 1235, 251, 2575]
article-headline: রাষ্ট্রের মালিকানা জনগণের	[5, 1447, 97, 1458]
article-byline: (প্রথম পাতার পর)	[278, 1672, 305, 1677]
column-4	[256, 32, 328, 2521]
article-11	[179, 1209, 251, 2576]
article-headline: দেশের বাজারে স্বর্ণের দাম	[340, 353, 415, 362]
article-headline: আরও বাড়লো এলপিজির	[7, 1355, 96, 1365]
article-headline: শেখ হাসিনার ১০	[22, 761, 81, 772]
column-1	[4, 32, 99, 1739]
article-headline: জামায়াতে দেশকে আফগানিস্তান	[265, 1652, 318, 1669]
article-headline: বিমানের এমডি সম্প্রীক	[344, 146, 411, 155]
edition-day: মঙ্গলবার	[386, 5, 403, 10]
newspaper-logo: আমার বার্তা	[5, 6, 43, 15]
article-3	[4, 762, 99, 1189]
article-19	[332, 353, 423, 737]
article-6	[4, 1448, 99, 1739]
article-body: নির্বাচন কমিশন ও আইনশৃঙ্খলা বাহিনীর সদস্যদের সঙ্গে সমন্বয় করে ভোটকেন্দ্রে সর্বোচ্চ নিরাপত্তা নিশ্চিত করতে হবে। ভোটারদের নিরাপদে কেন্দ্রে আসা যাওয়ার পরিবেশ তৈরি করা হবে এবং কোনো ধরনের বিশৃঙ্খলা বরদাশত করা হবে না। সংশ্লিষ্ট কর্মকর্তারা জানান, প্রতিটি কেন্দ্রে পর্যাপ্ত সংখ্যক পুলিশ, আনসার ও অন্যান্য বাহিনীর সদস্য মোতায়েন থাকবে। ঝুঁকিপূর্ণ কেন্দ্রগুলোতে বাড়তি নজরদারি রাখা হবে। নির্বাচন কমিশন ও আইনশৃঙ্খলা বাহিনীর সদস্যদের সঙ্গে সমন্বয় করে ভোটকেন্দ্রে সর্বোচ্চ নিরাপত্তা নিশ্চিত করতে হবে। ভোটারদের নিরাপদে কেন্দ্রে আসা যাওয়ার পরিবেশ তৈরি করা হবে এবং কোনো ধরনের বিশৃঙ্খলা বরদাশত করা হবে না। সংশ্লিষ্ট কর্মকর্তারা জানান, প্রতিটি কেন্দ্রে পর্যাপ্ত সংখ্যক পুলিশ, আনসার ও অন্যান্য বাহিনীর সদস্য মোতায়েন থাকবে। ঝুঁকিপূর্ণ কেন্দ্রগুলোতে বাড়তি নজরদারি রাখা হবে। নির্বাচন কমিশন ও আইনশৃঙ্খলা বাহিনীর সদস্যদের সঙ্গে সমন্বয় করে ভোটকেন্দ্রে সর্বোচ্চ নিরাপত্তা নিশ্চিত করতে হবে। ভোটারদের নিরাপদে কেন্দ্রে আসা যাওয়ার পরিবেশ তৈরি করা হবে এবং কোনো ধরনের বিশৃঙ্খলা বরদাশত করা হবে না। সংশ্লিষ্ট কর্মকর্তারা জানান, প্রতিটি কেন্দ্রে পর্যাপ্ত সংখ্যক পুলিশ, আনসার ও অন্যান্য বাহিনীর সদস্য মোতায়েন থাকবে। ঝুঁকিপূর্ণ কেন্দ্রগুলোতে বাড়তি নজরদারি রাখা হবে। নির্বাচন কমিশন ও আইনশৃঙ্খলা বাহিনীর সদস্যদের সঙ্গে সমন্বয় করে ভোটকেন্দ্রে সর্বোচ্চ নিরাপত্তা নিশ্চিত করতে হবে। ভোটারদের নিরাপদে কেন্দ্রে আসা যাওয়ার পরিবেশ তৈরি করা হবে এবং কোনো ধরনের বিশৃঙ্খলা বরদাশত করা হবে না। সংশ্লিষ্ট কর্মকর্তারা জানান, প্রতিটি কেন্দ্রে পর্যাপ্ত সংখ্যক পুলিশ, আনসার ও অন্যান্য বাহিনীর সদস্য মোতায়েন থাকবে। ঝুঁকিপূর্ণ কেন্দ্রগুলোতে বাড়তি নজরদারি রাখা হবে। নির্বাচন কমিশন ও আইনশৃঙ্খলা বাহিনীর সদস্যদের সঙ্গে সমন্বয় করে ভোটকেন্দ্রে সর্বোচ্চ নিরাপত্তা নিশ্চিত করতে হবে। ভোটারদের নিরাপদে কেন্দ্রে আসা যাওয়ার পরিবেশ তৈরি করা হবে এবং কোনো ধরনের বিশৃঙ্খলা বরদাশত করা হবে না। সংশ্লিষ্ট কর্মকর্তারা জানান, প্রতিটি কেন্দ্রে পর্যাপ্ত সংখ্যক পুলিশ, আনসার ও অন্যান্য বাহিনীর সদস্য মোতায়েন থাকবে। ঝুঁকিপূর্ণ কেন্দ্রগুলোতে বাড়তি নজরদারি রাখা হবে। নির্বাচন কমিশন ও আইনশৃঙ্খলা বাহিনীর সদস্যদের সঙ্গে সমন্বয় করে ভোটকেন্দ্রে সর্বোচ্চ নিরাপত্তা নিশ্চিত করতে হবে। ভোটারদের নিরাপদে কেন্দ্রে আসা যাওয়ার পরিবেশ তৈরি করা হবে এবং কোনো ধরনের বিশৃঙ্খলা বরদাশত করা হবে না। সংশ্লিষ্ট কর্মকর্তারা জানান, প্রতিটি কেন্দ্রে পর্যাপ্ত সংখ্যক পুলিশ, আনসার ও অন্যান্য বাহিনীর সদস্য মোতায়েন থাকবে। ঝুঁকিপূর্ণ কেন্দ্রগুলোতে বাড়তি নজরদারি রাখা হবে। নির্বাচন কমিশন ও আইনশৃঙ্খলা বাহিনীর সদস্যদের সঙ্গে সমন্বয় করে ভোটকেন্দ্রে সর্বোচ্চ নিরাপত্তা নিশ্চিত করতে হবে। ভোটারদের নিরাপদে কেন্দ্রে আসা যাওয়ার পরিবেশ তৈরি করা হবে এবং কোনো ধরনের বিশৃঙ্খলা বরদাশত করা হবে না। সংশ্লিষ্ট কর্মকর্তারা জানান, প্রতিটি কেন্দ্রে পর্যাপ্ত সংখ্যক পুলিশ, আনসার ও অন্যান্য বাহিনীর সদস্য মোতায়েন থাকবে। ঝুঁকিপূর্ণ কেন্দ্রগুলোতে বাড়তি নজরদারি রাখা হবে। নির্বাচন কমিশন ও আইনশৃঙ্খলা বাহিনীর সদস্যদের সঙ্গে সমন্বয় করে ভোটকেন্দ্রে সর্বোচ্চ নিরাপত্তা নিশ্চিত করতে হবে। ভোটারদের নিরাপদে কেন্দ্রে আসা যাওয়ার পরিবেশ তৈরি করা হবে এবং কোনো ধরনের বিশৃঙ্খলা বরদাশত করা হবে না। সংশ্লিষ্ট কর্মকর্তারা জানান, প্রতিটি কেন্দ্রে পর্যাপ্ত সংখ্যক পুলিশ, আনসার ও অন্যান্য বাহিনীর সদস্য মোতায়েন থাকবে। ঝুঁকিপূর্ণ কেন্দ্রগুলোতে বাড়তি নজরদারি রাখা হবে। নির্বাচন কমিশন ও আইনশৃঙ্খলা বাহিনীর সদস্যদের সঙ্গে সমন্বয় করে ভোটকেন্দ্রে সর্বোচ্চ নিরাপত্তা নিশ্চিত করতে হবে। ভোটারদের নিরাপদে কেন্দ্রে আসা যাওয়ার পরিবেশ তৈরি করা হবে এবং কোনো ধরনের বিশৃঙ্খলা বরদাশত করা হবে না। সংশ্লিষ্ট কর্মকর্তারা জানান, প্রতিটি কেন্দ্রে পর্যাপ্ত সংখ্যক পুলিশ, আনসার ও অন্যান্য বাহিনীর সদস্য মোতায়েন থাকবে। ঝুঁকিপূর্ণ কেন্দ্রগুলোতে বাড়তি নজরদারি রাখা হবে। নির্বাচন কমিশন ও আইনশৃঙ্খলা বাহিনীর সদস্যদের সঙ্গে সমন্বয় করে ভোটকেন্দ্রে সর্বোচ্চ নিরাপত্তা নিশ্চিত করতে হবে। ভোটারদের নিরাপদে কেন্দ্রে আসা যাওয়ার পরিবেশ তৈরি করা হবে এবং কোনো ধরনের বিশৃঙ্খলা বরদাশত করা হবে না। সংশ্লিষ্ট কর্মকর্তারা জানান, প্রতিটি কেন্দ্রে পর্যাপ্ত সংখ্যক পুলিশ, আনসার ও অন্যান্য বাহিনীর সদস্য মোতায়েন থাকবে। ঝুঁকিপূর্ণ কেন্দ্রগুলোতে বাড়তি নজরদারি রাখা হবে। নির্বাচন কমিশন ও আইনশৃঙ্খলা বাহিনীর সদস্যদের সঙ্গে সমন্বয় করে ভোটকেন্দ্রে সর্বোচ্চ নিরাপত্তা নিশ্চিত করতে হবে। ভোটারদের নিরাপদে কেন্দ্রে আসা যাওয়ার পরিবেশ তৈরি করা হবে এবং কোনো ধরনের বিশৃঙ্খলা বরদাশত করা হবে না। সংশ্লিষ্ট কর্মকর্তারা জানান, প্রতিটি কেন্দ্রে পর্যাপ্ত সংখ্যক পুলিশ, আনসার ও অন্যান্য বাহিনীর সদস্য মোতায়েন থাকবে। ঝুঁকিপূর্ণ কেন্দ্রগুলোতে বাড়তি নজরদারি রাখা হবে। নির্বাচন কমিশন ও আইনশৃঙ্খলা বাহিনীর সদস্যদের সঙ্গে সমন্বয় করে ভোটকেন্দ্রে সর্বোচ্চ নিরাপত্তা নিশ্চিত করতে হবে। ভোটারদের নিরাপদে কেন্দ্রে আসা যাওয়ার পরিবেশ তৈরি করা হবে এবং কোনো ধরনের বিশৃঙ্খলা বরদাশত করা হবে না। সংশ্লিষ্ট কর্মকর্তারা জানান, প্রতিটি কেন্দ্রে পর্যাপ্ত সংখ্যক পুলিশ, আনসার ও অন্যান্য বাহিনীর সদস্য মোতায়েন থাকবে। ঝুঁকিপূর্ণ কেন্দ্রগুলোতে বাড়তি নজরদারি রাখা হবে। নির্বাচন কমিশন ও আইনশৃঙ্খলা বাহিনীর সদস্যদের সঙ্গে সমন্বয় করে ভোটকেন্দ্রে সর্বোচ্চ নিরাপত্তা নিশ্চিত করতে হবে। ভোটারদের নিরাপদে কেন্দ্রে আসা যাওয়ার পরিবেশ তৈরি করা হবে এবং কোনো ধরনের বিশৃঙ্খলা বরদাশত করা হবে না। সংশ্লিষ্ট কর্মকর্তারা জানান, প্রতিটি কেন্দ্রে পর্যাপ্ত সংখ্যক পুলিশ, আনসার ও অন্যান্য বাহিনীর সদস্য মোতায়েন থাকবে। ঝুঁকিপূর্ণ কেন্দ্রগুলোতে বাড়তি নজরদারি রাখা হবে। নির্বাচন কমিশন ও আইনশৃঙ্খলা বাহিনীর সদস্যদের সঙ্গে সমন্বয় করে ভোটকেন্দ্রে সর্বোচ্চ নিরাপত্তা নিশ্চিত করতে হবে। ভোটারদের নিরাপদে কেন্দ্রে আসা যাওয়ার পরিবেশ তৈরি করা হবে এবং কোনো ধরনের বিশৃঙ্খলা বরদাশত করা হবে না। সংশ্লিষ্ট কর্মকর্তারা জানান, প্রতিটি কেন্দ্রে পর্যাপ্ত সংখ্যক পুলিশ, আনসার ও অন্যান্য বাহিনীর সদস্য মোতায়েন থাকবে। ঝুঁকিপূর্ণ কেন্দ্রগুলোতে বাড়তি নজরদারি রাখা হবে। নির্বাচন কমিশন ও আইনশৃঙ্খলা বাহিনীর সদস্যদের সঙ্গে সমন্বয় করে ভোটকেন্দ্রে সর্বোচ্চ নিরাপত্তা নিশ্চিত করতে হবে। ভোটারদের নিরাপদে কেন্দ্রে আসা যাওয়ার পরিবেশ তৈরি করা হবে এবং কোনো ধরনের বিশৃঙ্খলা বরদাশত করা হবে না। সংশ্লিষ্ট কর্মকর্তারা জানান, প্রতিটি কেন্দ্রে পর্যাপ্ত সংখ্যক পুলিশ, আনসার ও অন্যান্য বাহিনীর সদস্য মোতায়েন থাকবে। ঝুঁকিপূর্ণ কেন্দ্রগুলোতে বাড়তি নজরদারি রাখা হবে। নির্বাচন কমিশন ও আইনশৃঙ্খলা বাহিনীর সদস্যদের সঙ্গে সমন্বয় করে ভোটকেন্দ্রে সর্বোচ্চ নিরাপত্তা নিশ্চিত করতে হবে। ভোটারদের নিরাপদে কেন্দ্রে আসা যাওয়ার পরিবেশ তৈরি করা হবে এবং কোনো ধরনের বিশৃঙ্খলা বরদাশত করা হবে না। সংশ্লিষ্ট কর্মকর্তারা জানান, প্রতিটি কেন্দ্রে পর্যাপ্ত সংখ্যক পুলিশ, আনসার ও অন্যান্য বাহিনীর সদস্য মোতায়েন থাকবে। ঝুঁকিপূর্ণ কেন্দ্রগুলোতে বাড়তি নজরদারি রাখা হবে। নির্বাচন কমিশন ও আইনশৃঙ্খলা বাহিনীর সদস্যদের সঙ্গে সমন্বয় করে ভোটকেন্দ্রে সর্বোচ্চ নিরাপত্তা নিশ্চিত করতে হবে। ভোটারদের নিরাপদে কেন্দ্রে আসা যাওয়ার পরিবেশ তৈরি করা হবে এবং কোনো ধরনের বিশৃঙ্খলা বরদাশত করা হবে না। সংশ্লিষ্ট কর্মকর্তারা জানান, প্রতিটি কেন্দ্রে পর্যাপ্ত সংখ্যক পুলিশ, আনসার ও অন্যান্য বাহিনীর সদস্য মোতায়েন থাকবে। ঝুঁকিপূর্ণ কেন্দ্রগুলোতে বাড়তি নজরদারি রাখা হবে। নির্বাচন কমিশন ও আইনশৃঙ্খলা বাহিনীর সদস্যদের সঙ্গে সমন্বয় করে ভোটকেন্দ্রে সর্বোচ্চ নিরাপত্তা নিশ্চিত করতে হবে। ভোটারদের নিরাপদে কেন্দ্রে আসা যাওয়ার পরিবেশ তৈরি করা হবে এবং কোনো ধরনের বিশৃঙ্খলা বরদাশত করা হবে না। সংশ্লিষ্ট কর্মকর্তারা জানান, প্রতিটি কেন্দ্রে পর্যাপ্ত সংখ্যক পুলিশ, আনসার ও অন্যান্য বাহিনীর সদস্য মোতায়েন থাকবে। ঝুঁকিপূর্ণ কেন্দ্রগুলোতে বাড়তি নজরদারি রাখা হবে। নির্বাচন কমিশন ও আইনশৃঙ্খলা বাহিনীর সদস্যদের সঙ্গে সমন্বয় করে ভোটকেন্দ্রে সর্বোচ্চ নিরাপত্তা নিশ্চিত করতে হবে। ভোটারদের নিরাপদে কেন্দ্রে আসা যাওয়ার পরিবেশ তৈরি করা হবে এবং কোনো ধরনের বিশৃঙ্খলা বরদাশত করা হবে না। সংশ্লিষ্ট কর্মকর্তারা জানান, প্রতিটি কেন্দ্রে পর্যাপ্ত সংখ্যক পুলিশ, আনসার ও অন্যান্য বাহিনীর সদস্য মোতায়েন থাকবে। ঝুঁকিপূর্ণ কেন্দ্রগুলোতে বাড়তি নজরদারি রাখা হবে। নির্বাচন কমিশন ও আইনশৃঙ্খলা বাহিনীর সদস্যদের সঙ্গে সমন্বয় করে ভোটকেন্দ্রে সর্বোচ্চ নিরাপত্তা নিশ্চিত করতে হবে। ভোটারদের নিরাপদে কেন্দ্রে আসা যাওয়ার পরিবেশ তৈরি করা হবে এবং কোনো ধরনের বিশৃঙ্খলা বরদাশত করা হবে না। সংশ্লিষ্ট কর্মকর্তারা জানান, প্রতিটি কেন্দ্রে পর্যাপ্ত সংখ্যক পুলিশ, আনসার ও অন্যান্য বাহিনীর সদস্য মোতায়েন থাকবে। ঝুঁকিপূর্ণ কেন্দ্রগুলোতে বাড়তি নজরদারি রাখা হবে।	[103, 1262, 175, 2157]
article-4	[4, 1194, 99, 1350]
article-headline: ভোটকেন্দ্রে সর্বোচ্চ নিরাপত্তা	[264, 2045, 319, 2062]
article-15	[256, 1268, 328, 1647]
article-10	[179, 380, 251, 1204]
article-byline: (প্রথম পাতার পর)	[364, 1290, 391, 1295]
article-body: নির্বাচন কমিশন ও আইনশৃঙ্খলা বাহিনীর সদস্যদের সঙ্গে সমন্বয় করে ভোটকেন্দ্রে সর্বোচ্চ নিরাপত্তা নিশ্চিত করতে হবে। ভোটারদের নিরাপদে কেন্দ্রে আসা যাওয়ার পরিবেশ তৈরি করা হবে এবং কোনো ধরনের বিশৃঙ্খলা বরদাশত করা হবে না। সংশ্লিষ্ট কর্মকর্তারা জানান, প্রতিটি কেন্দ্রে পর্যাপ্ত সংখ্যক পুলিশ, আনসার ও অন্যান্য বাহিনীর সদস্য মোতায়েন থাকবে। ঝুঁকিপূর্ণ কেন্দ্রগুলোতে বাড়তি নজরদারি রাখা হবে। নির্বাচন কমিশন ও আইনশৃঙ্খলা বাহিনীর সদস্যদের সঙ্গে সমন্বয় করে ভোটকেন্দ্রে সর্বোচ্চ নিরাপত্তা নিশ্চিত করতে হবে। ভোটারদের নিরাপদে কেন্দ্রে আসা যাওয়ার পরিবেশ তৈরি করা হবে এবং কোনো ধরনের বিশৃঙ্খলা বরদাশত করা হবে না। সংশ্লিষ্ট কর্মকর্তারা জানান, প্রতিটি কেন্দ্রে পর্যাপ্ত সংখ্যক পুলিশ, আনসার ও অন্যান্য বাহিনীর সদস্য মোতায়েন থাকবে। ঝুঁকিপূর্ণ কেন্দ্রগুলোতে বাড়তি নজরদারি রাখা হবে। নির্বাচন কমিশন ও আইনশৃঙ্খলা বাহিনীর সদস্যদের সঙ্গে সমন্বয় করে ভোটকেন্দ্রে সর্বোচ্চ নিরাপত্তা নিশ্চিত করতে হবে। ভোটারদের নিরাপদে কেন্দ্রে আসা যাওয়ার পরিবেশ তৈরি করা হবে এবং কোনো ধরনের বিশৃঙ্খলা বরদাশত করা হবে না। সংশ্লিষ্ট কর্মকর্তারা জানান, প্রতিটি কেন্দ্রে পর্যাপ্ত সংখ্যক পুলিশ, আনসার ও অন্যান্য বাহিনীর সদস্য মোতায়েন থাকবে। ঝুঁকিপূর্ণ কেন্দ্রগুলোতে বাড়তি নজরদারি রাখা হবে। নির্বাচন কমিশন ও আইনশৃঙ্খলা বাহিনীর সদস্যদের সঙ্গে সমন্বয় করে ভোটকেন্দ্রে সর্বোচ্চ নিরাপত্তা নিশ্চিত করতে হবে। ভোটারদের নিরাপদে কেন্দ্রে আসা যাওয়ার পরিবেশ তৈরি করা হবে এবং কোনো ধরনের বিশৃঙ্খলা বরদাশত করা হবে না। সংশ্লিষ্ট কর্মকর্তারা জানান, প্রতিটি কেন্দ্রে পর্যাপ্ত সংখ্যক পুলিশ, আনসার ও অন্যান্য বাহিনীর সদস্য মোতায়েন থাকবে। ঝুঁকিপূর্ণ কেন্দ্রগুলোতে বাড়তি নজরদারি রাখা হবে। নির্বাচন কমিশন ও আইনশৃঙ্খলা বাহিনীর সদস্যদের সঙ্গে সমন্বয় করে ভোটকেন্দ্রে সর্বোচ্চ নিরাপত্তা নিশ্চিত করতে হবে। ভোটারদের নিরাপদে কেন্দ্রে আসা যাওয়ার পরিবেশ তৈরি করা হবে এবং কোনো ধরনের বিশৃঙ্খলা বরদাশত করা হবে না। সংশ্লিষ্ট কর্মকর্তারা জানান, প্রতিটি কেন্দ্রে পর্যাপ্ত সংখ্যক পুলিশ, আনসার ও অন্যান্য বাহিনীর সদস্য মোতায়েন থাকবে। ঝুঁকিপূর্ণ কেন্দ্রগুলোতে বাড়তি নজরদারি রাখা হবে। নির্বাচন কমিশন ও আইনশৃঙ্খলা বাহিনীর সদস্যদের সঙ্গে সমন্বয় করে ভোটকেন্দ্রে সর্বোচ্চ নিরাপত্তা নিশ্চিত করতে হবে। ভোটারদের নিরাপদে কেন্দ্রে আসা যাওয়ার পরিবেশ তৈরি করা হবে এবং কোনো ধরনের বিশৃঙ্খলা বরদাশত করা হবে না। সংশ্লিষ্ট কর্মকর্তারা জানান, প্রতিটি কেন্দ্রে পর্যাপ্ত সংখ্যক পুলিশ, আনসার ও অন্যান্য বাহিনীর সদস্য মোতায়েন থাকবে। ঝুঁকিপূর্ণ কেন্দ্রগুলোতে বাড়তি নজরদারি রাখা হবে। নির্বাচন কমিশন ও আইনশৃঙ্খলা বাহিনীর সদস্যদের সঙ্গে সমন্বয় করে ভোটকেন্দ্রে সর্বোচ্চ নিরাপত্তা নিশ্চিত করতে হবে। ভোটারদের নিরাপদে কেন্দ্রে আসা যাওয়ার পরিবেশ তৈরি করা হবে এবং কোনো ধরনের বিশৃঙ্খলা বরদাশত করা হবে না। সংশ্লিষ্ট কর্মকর্তারা জানান, প্রতিটি কেন্দ্রে পর্যাপ্ত সংখ্যক পুলিশ, আনসার ও অন্যান্য বাহিনীর সদস্য মোতায়েন থাকবে। ঝুঁকিপূর্ণ কেন্দ্রগুলোতে বাড়তি নজরদারি রাখা হবে। নির্বাচন কমিশন ও আইনশৃঙ্খলা বাহিনীর সদস্যদের সঙ্গে সমন্বয় করে ভোটকেন্দ্রে সর্বোচ্চ নিরাপত্তা নিশ্চিত করতে হবে। ভোটারদের নিরাপদে কেন্দ্রে আসা যাওয়ার পরিবেশ তৈরি করা হবে এবং কোনো ধরনের বিশৃঙ্খলা বরদাশত করা হবে না। সংশ্লিষ্ট কর্মকর্তারা জানান, প্রতিটি কেন্দ্রে পর্যাপ্ত সংখ্যক পুলিশ, আনসার ও অন্যান্য বাহিনীর সদস্য মোতায়েন থাকবে। ঝুঁকিপূর্ণ কেন্দ্রগুলোতে বাড়তি নজরদারি রাখা হবে। নির্বাচন কমিশন ও আইনশৃঙ্খলা বাহিনীর সদস্যদের সঙ্গে সমন্বয় করে ভোটকেন্দ্রে সর্বোচ্চ নিরাপত্তা নিশ্চিত করতে হবে। ভোটারদের নিরাপদে কেন্দ্রে আসা যাওয়ার পরিবেশ তৈরি করা হবে এবং কোনো ধরনের বিশৃঙ্খলা বরদাশত করা হবে না। সংশ্লিষ্ট কর্মকর্তারা জানান, প্রতিটি কেন্দ্রে পর্যাপ্ত সংখ্যক পুলিশ, আনসার ও অন্যান্য বাহিনীর সদস্য মোতায়েন থাকবে। ঝুঁকিপূর্ণ কেন্দ্রগুলোতে বাড়তি নজরদারি রাখা হবে। নির্বাচন কমিশন ও আইনশৃঙ্খলা বাহিনীর সদস্যদের সঙ্গে সমন্বয় করে ভোটকেন্দ্রে সর্বোচ্চ নিরাপত্তা নিশ্চিত করতে হবে। ভোটারদের নিরাপদে কেন্দ্রে আসা যাওয়ার পরিবেশ তৈরি করা হবে এবং কোনো ধরনের বিশৃঙ্খলা বরদাশত করা হবে না। সংশ্লিষ্ট কর্মকর্তারা জানান, প্রতিটি কেন্দ্রে পর্যাপ্ত সংখ্যক পুলিশ, আনসার ও অন্যান্য বাহিনীর সদস্য মোতায়েন থাকবে। ঝুঁকিপূর্ণ কেন্দ্রগুলোতে বাড়তি নজরদারি রাখা হবে। নির্বাচন কমিশন ও আইনশৃঙ্খলা বাহিনীর সদস্যদের সঙ্গে সমন্বয় করে ভোটকেন্দ্রে সর্বোচ্চ নিরাপত্তা নিশ্চিত করতে হবে। ভোটারদের নিরাপদে কেন্দ্রে আসা যাওয়ার পরিবেশ তৈরি করা হবে এবং কোনো ধরনের বিশৃঙ্খলা বরদাশত করা হবে না। সংশ্লিষ্ট কর্মকর্তারা জানান, প্রতিটি কেন্দ্রে পর্যাপ্ত সংখ্যক পুলিশ, আনসার ও অন্যান্য বাহিনীর সদস্য মোতায়েন থাকবে। ঝুঁকিপূর্ণ কেন্দ্রগুলোতে বাড়তি নজরদারি রাখা হবে। নির্বাচন কমিশন ও আইনশৃঙ্খলা বাহিনীর সদস্যদের সঙ্গে সমন্বয় করে ভোটকেন্দ্রে সর্বোচ্চ নিরাপত্তা নিশ্চিত করতে হবে। ভোটারদের নিরাপদে কেন্দ্রে আসা যাওয়ার পরিবেশ তৈরি করা হবে এবং কোনো ধরনের বিশৃঙ্খলা বরদাশত করা হবে না। সংশ্লিষ্ট কর্মকর্তারা জানান, প্রতিটি কেন্দ্রে পর্যাপ্ত সংখ্যক পুলিশ, আনসার ও অন্যান্য বাহিনীর সদস্য মোতায়েন থাকবে। ঝুঁকিপূর্ণ কেন্দ্রগুলোতে বাড়তি নজরদারি রাখা হবে। নির্বাচন কমিশন ও আইনশৃঙ্খলা বাহিনীর সদস্যদের সঙ্গে সমন্বয় করে ভোটকেন্দ্রে সর্বোচ্চ নিরাপত্তা নিশ্চিত করতে হবে। ভোটারদের নিরাপদে কেন্দ্রে আসা যাওয়ার পরিবেশ তৈরি করা হবে এবং কোনো ধরনের বিশৃঙ্খলা বরদাশত করা হবে না। সংশ্লিষ্ট কর্মকর্তারা জানান, প্রতিটি কেন্দ্রে পর্যাপ্ত সংখ্যক পুলিশ, আনসার ও অন্যান্য বাহিনীর সদস্য মোতায়েন থাকবে। ঝুঁকিপূর্ণ কেন্দ্রগুলোতে বাড়তি নজরদারি রাখা হবে। নির্বাচন কমিশন ও আইনশৃঙ্খলা বাহিনীর সদস্যদের সঙ্গে সমন্বয় করে ভোটকেন্দ্রে সর্বোচ্চ নিরাপত্তা নিশ্চিত করতে হবে। ভোটারদের নিরাপদে কেন্দ্রে আসা যাওয়ার পরিবেশ তৈরি করা হবে এবং কোনো ধরনের বিশৃঙ্খলা বরদাশত করা হবে না। সংশ্লিষ্ট কর্মকর্তারা জানান, প্রতিটি কেন্দ্রে পর্যাপ্ত সংখ্যক পুলিশ, আনসার ও অন্যান্য বাহিনীর সদস্য মোতায়েন থাকবে। ঝুঁকিপূর্ণ কেন্দ্রগুলোতে বাড়তি নজরদারি রাখা হবে। নির্বাচন কমিশন ও আইনশৃঙ্খলা বাহিনীর সদস্যদের সঙ্গে সমন্বয় করে ভোটকেন্দ্রে সর্বোচ্চ নিরাপত্তা নিশ্চিত করতে হবে। ভোটারদের নিরাপদে কেন্দ্রে আসা যাওয়ার পরিবেশ তৈরি করা হবে এবং কোনো ধরনের বিশৃঙ্খলা বরদাশত করা হবে না। সংশ্লিষ্ট কর্মকর্তারা জানান, প্রতিটি কেন্দ্রে পর্যাপ্ত সংখ্যক পুলিশ, আনসার ও অন্যান্য বাহিনীর সদস্য মোতায়েন থাকবে। ঝুঁকিপূর্ণ কেন্দ্রগুলোতে বাড়তি নজরদারি রাখা হবে। নির্বাচন কমিশন ও আইনশৃঙ্খলা বাহিনীর সদস্যদের সঙ্গে সমন্বয় করে ভোটকেন্দ্রে সর্বোচ্চ নিরাপত্তা নিশ্চিত করতে হবে। ভোটারদের নিরাপদে কেন্দ্রে আসা যাওয়ার পরিবেশ তৈরি করা হবে এবং কোনো ধরনের বিশৃঙ্খলা বরদাশত করা হবে না। সংশ্লিষ্ট কর্মকর্তারা জানান, প্রতিটি কেন্দ্রে পর্যাপ্ত সংখ্যক পুলিশ, আনসার ও অন্যান্য বাহিনীর সদস্য মোতায়েন থাকবে। ঝুঁকিপূর্ণ কেন্দ্রগুলোতে বাড়তি নজরদারি রাখা হবে। নির্বাচন কমিশন ও আইনশৃঙ্খলা বাহিনীর সদস্যদের সঙ্গে সমন্বয় করে ভোটকেন্দ্রে সর্বোচ্চ নিরাপত্তা নিশ্চিত করতে হবে। ভোটারদের নিরাপদে কেন্দ্রে আসা যাওয়ার পরিবেশ তৈরি করা হবে এবং কোনো ধরনের বিশৃঙ্খলা বরদাশত করা হবে না। সংশ্লিষ্ট কর্মকর্তারা জানান, প্রতিটি কেন্দ্রে পর্যাপ্ত সংখ্যক পুলিশ, আনসার ও অন্যান্য বাহিনীর সদস্য মোতায়েন থাকবে। ঝুঁকিপূর্ণ কেন্দ্রগুলোতে বাড়তি নজরদারি রাখা হবে। নির্বাচন কমিশন ও আইনশৃঙ্খলা বাহিনীর সদস্যদের সঙ্গে সমন্বয় করে ভোটকেন্দ্রে সর্বোচ্চ নিরাপত্তা নিশ্চিত করতে হবে। ভোটারদের নিরাপদে কেন্দ্রে আসা যাওয়ার পরিবেশ তৈরি করা হবে এবং কোনো ধরনের বিশৃঙ্খলা বরদাশত করা হবে না। সংশ্লিষ্ট কর্মকর্তারা জানান, প্রতিটি কেন্দ্রে পর্যাপ্ত সংখ্যক পুলিশ, আনসার ও অন্যান্য বাহিনীর সদস্য মোতায়েন থাকবে। ঝুঁকিপূর্ণ কেন্দ্রগুলোতে বাড়তি নজরদারি রাখা হবে। নির্বাচন কমিশন ও আইনশৃঙ্খলা বাহিনীর সদস্যদের সঙ্গে সমন্বয় করে ভোটকেন্দ্রে সর্বোচ্চ নিরাপত্তা নিশ্চিত করতে হবে। ভোটারদের নিরাপদে কেন্দ্রে আসা যাওয়ার পরিবেশ তৈরি করা হবে এবং কোনো ধরনের বিশৃঙ্খলা বরদাশত করা হবে না। সংশ্লিষ্ট কর্মকর্তারা জানান, প্রতিটি কেন্দ্রে পর্যাপ্ত সংখ্যক পুলিশ, আনসার ও অন্যান্য বাহিনীর সদস্য মোতায়েন থাকবে। ঝুঁকিপূর্ণ কেন্দ্রগুলোতে বাড়তি নজরদারি রাখা হবে। নির্বাচন কমিশন ও আইনশৃঙ্খলা বাহিনীর সদস্যদের সঙ্গে সমন্বয় করে ভোটকেন্দ্রে সর্বোচ্চ নিরাপত্তা নিশ্চিত করতে হবে। ভোটারদের নিরাপদে কেন্দ্রে আসা যাওয়ার পরিবেশ তৈরি করা হবে এবং কোনো ধরনের বিশৃঙ্খলা বরদাশত করা হবে না। সংশ্লিষ্ট কর্মকর্তারা জানান, প্রতিটি কেন্দ্রে পর্যাপ্ত সংখ্যক পুলিশ, আনসার ও অন্যান্য বাহিনীর সদস্য মোতায়েন থাকবে। ঝুঁকিপূর্ণ কেন্দ্রগুলোতে বাড়তি নজরদারি রাখা হবে।	[332, 1297, 423, 2029]
decorative-ribbon-right	[267, 15, 337, 20]
article-headline: ফের সুযোগ দিলো	[265, 758, 318, 767]
article-headline: কারাগারে ভোটের জন্য	[344, 742, 411, 751]
article-body: নির্বাচন কমিশন ও আইনশৃঙ্খলা বাহিনীর সদস্যদের সঙ্গে সমন্বয় করে ভোটকেন্দ্রে সর্বোচ্চ নিরাপত্তা নিশ্চিত করতে হবে। ভোটারদের নিরাপদে কেন্দ্রে আসা যাওয়ার পরিবেশ তৈরি করা হবে এবং কোনো ধরনের বিশৃঙ্খলা বরদাশত করা হবে না। সংশ্লিষ্ট কর্মকর্তারা জানান, প্রতিটি কেন্দ্রে পর্যাপ্ত সংখ্যক পুলিশ, আনসার ও অন্যান্য বাহিনীর সদস্য মোতায়েন থাকবে। ঝুঁকিপূর্ণ কেন্দ্রগুলোতে বাড়তি নজরদারি রাখা হবে। নির্বাচন কমিশন ও আইনশৃঙ্খলা বাহিনীর সদস্যদের সঙ্গে সমন্বয় করে ভোটকেন্দ্রে সর্বোচ্চ নিরাপত্তা নিশ্চিত করতে হবে। ভোটারদের নিরাপদে কেন্দ্রে আসা যাওয়ার পরিবেশ তৈরি করা হবে এবং কোনো ধরনের বিশৃঙ্খলা বরদাশত করা হবে না। সংশ্লিষ্ট কর্মকর্তারা জানান, প্রতিটি কেন্দ্রে পর্যাপ্ত সংখ্যক পুলিশ, আনসার ও অন্যান্য বাহিনীর সদস্য মোতায়েন থাকবে। ঝুঁকিপূর্ণ কেন্দ্রগুলোতে বাড়তি নজরদারি রাখা হবে। নির্বাচন কমিশন ও আইনশৃঙ্খলা বাহিনীর সদস্যদের সঙ্গে সমন্বয় করে ভোটকেন্দ্রে সর্বোচ্চ নিরাপত্তা নিশ্চিত করতে হবে। ভোটারদের নিরাপদে কেন্দ্রে আসা যাওয়ার পরিবেশ তৈরি করা হবে এবং কোনো ধরনের বিশৃঙ্খলা বরদাশত করা হবে না। সংশ্লিষ্ট কর্মকর্তারা জানান, প্রতিটি কেন্দ্রে পর্যাপ্ত সংখ্যক পুলিশ, আনসার ও অন্যান্য বাহিনীর সদস্য মোতায়েন থাকবে। ঝুঁকিপূর্ণ কেন্দ্রগুলোতে বাড়তি নজরদারি রাখা হবে। নির্বাচন কমিশন ও আইনশৃঙ্খলা বাহিনীর সদস্যদের সঙ্গে সমন্বয় করে ভোটকেন্দ্রে সর্বোচ্চ নিরাপত্তা নিশ্চিত করতে হবে। ভোটারদের নিরাপদে কেন্দ্রে আসা যাওয়ার পরিবেশ তৈরি করা হবে এবং কোনো ধরনের বিশৃঙ্খলা বরদাশত করা হবে না। সংশ্লিষ্ট কর্মকর্তারা জানান, প্রতিটি কেন্দ্রে পর্যাপ্ত সংখ্যক পুলিশ, আনসার ও অন্যান্য বাহিনীর সদস্য মোতায়েন থাকবে। ঝুঁকিপূর্ণ কেন্দ্রগুলোতে বাড়তি নজরদারি রাখা হবে। নির্বাচন কমিশন ও আইনশৃঙ্খলা বাহিনীর সদস্যদের সঙ্গে সমন্বয় করে ভোটকেন্দ্রে সর্বোচ্চ নিরাপত্তা নিশ্চিত করতে হবে। ভোটারদের নিরাপদে কেন্দ্রে আসা যাওয়ার পরিবেশ তৈরি করা হবে এবং কোনো ধরনের বিশৃঙ্খলা বরদাশত করা হবে না। সংশ্লিষ্ট কর্মকর্তারা জানান, প্রতিটি কেন্দ্রে পর্যাপ্ত সংখ্যক পুলিশ, আনসার ও অন্যান্য বাহিনীর সদস্য মোতায়েন থাকবে। ঝুঁকিপূর্ণ কেন্দ্রগুলোতে বাড়তি নজরদারি রাখা হবে। নির্বাচন কমিশন ও আইনশৃঙ্খলা বাহিনীর সদস্যদের সঙ্গে সমন্বয় করে ভোটকেন্দ্রে সর্বোচ্চ নিরাপত্তা নিশ্চিত করতে হবে। ভোটারদের নিরাপদে কেন্দ্রে আসা যাওয়ার পরিবেশ তৈরি করা হবে এবং কোনো ধরনের বিশৃঙ্খলা বরদাশত করা হবে না। সংশ্লিষ্ট কর্মকর্তারা জানান, প্রতিটি কেন্দ্রে পর্যাপ্ত সংখ্যক পুলিশ, আনসার ও অন্যান্য বাহিনীর সদস্য মোতায়েন থাকবে। ঝুঁকিপূর্ণ কেন্দ্রগুলোতে বাড়তি নজরদারি রাখা হবে। নির্বাচন কমিশন ও আইনশৃঙ্খলা বাহিনীর সদস্যদের সঙ্গে সমন্বয় করে ভোটকেন্দ্রে সর্বোচ্চ নিরাপত্তা নিশ্চিত করতে হবে। ভোটারদের নিরাপদে কেন্দ্রে আসা যাওয়ার পরিবেশ তৈরি করা হবে এবং কোনো ধরনের বিশৃঙ্খলা বরদাশত করা হবে না। সংশ্লিষ্ট কর্মকর্তারা জানান, প্রতিটি কেন্দ্রে পর্যাপ্ত সংখ্যক পুলিশ, আনসার ও অন্যান্য বাহিনীর সদস্য মোতায়েন থাকবে। ঝুঁকিপূর্ণ কেন্দ্রগুলোতে বাড়তি নজরদারি রাখা হবে। নির্বাচন কমিশন ও আইনশৃঙ্খলা বাহিনীর সদস্যদের সঙ্গে সমন্বয় করে ভোটকেন্দ্রে সর্বোচ্চ নিরাপত্তা নিশ্চিত করতে হবে। ভোটারদের নিরাপদে কেন্দ্রে আসা যাওয়ার পরিবেশ তৈরি করা হবে এবং কোনো ধরনের বিশৃঙ্খলা বরদাশত করা হবে না। সংশ্লিষ্ট কর্মকর্তারা জানান, প্রতিটি কেন্দ্রে পর্যাপ্ত সংখ্যক পুলিশ, আনসার ও অন্যান্য বাহিনীর সদস্য মোতায়েন থাকবে। ঝুঁকিপূর্ণ কেন্দ্রগুলোতে বাড়তি নজরদারি রাখা হবে।	[256, 1678, 328, 2039]
article-body: নির্বাচন কমিশন ও আইনশৃঙ্খলা বাহিনীর সদস্যদের সঙ্গে সমন্বয় করে ভোটকেন্দ্রে সর্বোচ্চ নিরাপত্তা নিশ্চিত করতে হবে। ভোটারদের নিরাপদে কেন্দ্রে আসা যাওয়ার পরিবেশ তৈরি করা হবে এবং কোনো ধরনের বিশৃঙ্খলা বরদাশত করা হবে না। সংশ্লিষ্ট কর্মকর্তারা জানান, প্রতিটি কেন্দ্রে পর্যাপ্ত সংখ্যক পুলিশ, আনসার ও অন্যান্য বাহিনীর সদস্য মোতায়েন থাকবে। ঝুঁকিপূর্ণ কেন্দ্রগুলোতে বাড়তি নজরদারি রাখা হবে। নির্বাচন কমিশন ও আইনশৃঙ্খলা বাহিনীর সদস্যদের সঙ্গে সমন্বয় করে ভোটকেন্দ্রে সর্বোচ্চ নিরাপত্তা নিশ্চিত করতে হবে। ভোটারদের নিরাপদে কেন্দ্রে আসা যাওয়ার পরিবেশ তৈরি করা হবে এবং কোনো ধরনের বিশৃঙ্খলা বরদাশত করা হবে না। সংশ্লিষ্ট কর্মকর্তারা জানান, প্রতিটি কেন্দ্রে পর্যাপ্ত সংখ্যক পুলিশ, আনসার ও অন্যান্য বাহিনীর সদস্য মোতায়েন থাকবে। ঝুঁকিপূর্ণ কেন্দ্রগুলোতে বাড়তি নজরদারি রাখা হবে। নির্বাচন কমিশন ও আইনশৃঙ্খলা বাহিনীর সদস্যদের সঙ্গে সমন্বয় করে ভোটকেন্দ্রে সর্বোচ্চ নিরাপত্তা নিশ্চিত করতে হবে। ভোটারদের নিরাপদে কেন্দ্রে আসা যাওয়ার পরিবেশ তৈরি করা হবে এবং কোনো ধরনের বিশৃঙ্খলা বরদাশত করা হবে না। সংশ্লিষ্ট কর্মকর্তারা জানান, প্রতিটি কেন্দ্রে পর্যাপ্ত সংখ্যক পুলিশ, আনসার ও অন্যান্য বাহিনীর সদস্য মোতায়েন থাকবে। ঝুঁকিপূর্ণ কেন্দ্রগুলোতে বাড়তি নজরদারি রাখা হবে। নির্বাচন কমিশন ও আইনশৃঙ্খলা বাহিনীর সদস্যদের সঙ্গে সমন্বয় করে ভোটকেন্দ্রে সর্বোচ্চ নিরাপত্তা নিশ্চিত করতে হবে। ভোটারদের নিরাপদে কেন্দ্রে আসা যাওয়ার পরিবেশ তৈরি করা হবে এবং কোনো ধরনের বিশৃঙ্খলা বরদাশত করা হবে না। সংশ্লিষ্ট কর্মকর্তারা জানান, প্রতিটি কেন্দ্রে পর্যাপ্ত সংখ্যক পুলিশ, আনসার ও অন্যান্য বাহিনীর সদস্য মোতায়েন থাকবে। ঝুঁকিপূর্ণ কেন্দ্রগুলোতে বাড়তি নজরদারি রাখা হবে। নির্বাচন কমিশন ও আইনশৃঙ্খলা বাহিনীর সদস্যদের সঙ্গে সমন্বয় করে ভোটকেন্দ্রে সর্বোচ্চ নিরাপত্তা নিশ্চিত করতে হবে। ভোটারদের নিরাপদে কেন্দ্রে আসা যাওয়ার পরিবেশ তৈরি করা হবে এবং কোনো ধরনের বিশৃঙ্খলা বরদাশত করা হবে না। সংশ্লিষ্ট কর্মকর্তারা জানান, প্রতিটি কেন্দ্রে পর্যাপ্ত সংখ্যক পুলিশ, আনসার ও অন্যান্য বাহিনীর সদস্য মোতায়েন থাকবে। ঝুঁকিপূর্ণ কেন্দ্রগুলোতে বাড়তি নজরদারি রাখা হবে।	[179, 149, 251, 374]
article-byline: (প্রথম পাতার পর)	[278, 591, 305, 596]
article-body: নির্বাচন কমিশন ও আইনশৃঙ্খলা বাহিনীর সদস্যদের সঙ্গে সমন্বয় করে ভোটকেন্দ্রে সর্বোচ্চ নিরাপত্তা নিশ্চিত করতে হবে। ভোটারদের নিরাপদে কেন্দ্রে আসা যাওয়ার পরিবেশ তৈরি করা হবে এবং কোনো ধরনের বিশৃঙ্খলা বরদাশত করা হবে না। সংশ্লিষ্ট কর্মকর্তারা জানান, প্রতিটি কেন্দ্রে পর্যাপ্ত সংখ্যক পুলিশ, আনসার ও অন্যান্য বাহিনীর সদস্য মোতায়েন থাকবে। ঝুঁকিপূর্ণ কেন্দ্রগুলোতে বাড়তি নজরদারি রাখা হবে। নির্বাচন কমিশন ও আইনশৃঙ্খলা বাহিনীর সদস্যদের সঙ্গে সমন্বয় করে ভোটকেন্দ্রে সর্বোচ্চ নিরাপত্তা নিশ্চিত করতে হবে। ভোটারদের নিরাপদে কেন্দ্রে আসা যাওয়ার পরিবেশ তৈরি করা হবে এবং কোনো ধরনের বিশৃঙ্খলা বরদাশত করা হবে না। সংশ্লিষ্ট কর্মকর্তারা জানান, প্রতিটি কেন্দ্রে পর্যাপ্ত সংখ্যক পুলিশ, আনসার ও অন্যান্য বাহিনীর সদস্য মোতায়েন থাকবে। ঝুঁকিপূর্ণ কেন্দ্রগুলোতে বাড়তি নজরদারি রাখা হবে। নির্বাচন কমিশন ও আইনশৃঙ্খলা বাহিনীর সদস্যদের সঙ্গে সমন্বয় করে ভোটকেন্দ্রে সর্বোচ্চ নিরাপত্তা নিশ্চিত করতে হবে। ভোটারদের নিরাপদে কেন্দ্রে আসা যাওয়ার পরিবেশ তৈরি করা হবে এবং কোনো ধরনের বিশৃঙ্খলা বরদাশত করা হবে না। সংশ্লিষ্ট কর্মকর্তারা জানান, প্রতিটি কেন্দ্রে পর্যাপ্ত সংখ্যক পুলিশ, আনসার ও অন্যান্য বাহিনীর সদস্য মোতায়েন থাকবে। ঝুঁকিপূর্ণ কেন্দ্রগুলোতে বাড়তি নজরদারি রাখা হবে। নির্বাচন কমিশন ও আইনশৃঙ্খলা বাহিনীর সদস্যদের সঙ্গে সমন্বয় করে ভোটকেন্দ্রে সর্বোচ্চ নিরাপত্তা নিশ্চিত করতে হবে। ভোটারদের নিরাপদে কেন্দ্রে আসা যাওয়ার পরিবেশ তৈরি করা হবে এবং কোনো ধরনের বিশৃঙ্খলা বরদাশত করা হবে না। সংশ্লিষ্ট কর্মকর্তারা জানান, প্রতিটি কেন্দ্রে পর্যাপ্ত সংখ্যক পুলিশ, আনসার ও অন্যান্য বাহিনীর সদস্য মোতায়েন থাকবে। ঝুঁকিপূর্ণ কেন্দ্রগুলোতে বাড়তি নজরদারি রাখা হবে। নির্বাচন কমিশন ও আইনশৃঙ্খলা বাহিনীর সদস্যদের সঙ্গে সমন্বয় করে ভোটকেন্দ্রে সর্বোচ্চ নিরাপত্তা নিশ্চিত করতে হবে। ভোটারদের নিরাপদে কেন্দ্রে আসা যাওয়ার পরিবেশ তৈরি করা হবে এবং কোনো ধরনের বিশৃঙ্খলা বরদাশত করা হবে না। সংশ্লিষ্ট কর্মকর্তারা জানান, প্রতিটি কেন্দ্রে পর্যাপ্ত সংখ্যক পুলিশ, আনসার ও অন্যান্য বাহিনীর সদস্য মোতায়েন থাকবে। ঝুঁকিপূর্ণ কেন্দ্রগুলোতে বাড়তি নজরদারি রাখা হবে। নির্বাচন কমিশন ও আইনশৃঙ্খলা বাহিনীর সদস্যদের সঙ্গে সমন্বয় করে ভোটকেন্দ্রে সর্বোচ্চ নিরাপত্তা নিশ্চিত করতে হবে। ভোটারদের নিরাপদে কেন্দ্রে আসা যাওয়ার পরিবেশ তৈরি করা হবে এবং কোনো ধরনের বিশৃঙ্খলা বরদাশত করা হবে না। সংশ্লিষ্ট কর্মকর্তারা জানান, প্রতিটি কেন্দ্রে পর্যাপ্ত সংখ্যক পুলিশ, আনসার ও অন্যান্য বাহিনীর সদস্য মোতায়েন থাকবে। ঝুঁকিপূর্ণ কেন্দ্রগুলোতে বাড়তি নজরদারি রাখা হবে। নির্বাচন কমিশন ও আইনশৃঙ্খলা বাহিনীর সদস্যদের সঙ্গে সমন্বয় করে ভোটকেন্দ্রে সর্বোচ্চ নিরাপত্তা নিশ্চিত করতে হবে। ভোটারদের নিরাপদে কেন্দ্রে আসা যাওয়ার পরিবেশ তৈরি করা হবে এবং কোনো ধরনের বিশৃঙ্খলা বরদাশত করা হবে না। সংশ্লিষ্ট কর্মকর্তারা জানান, প্রতিটি কেন্দ্রে পর্যাপ্ত সংখ্যক পুলিশ, আনসার ও অন্যান্য বাহিনীর সদস্য মোতায়েন থাকবে। ঝুঁকিপূর্ণ কেন্দ্রগুলোতে বাড়তি নজরদারি রাখা হবে। নির্বাচন কমিশন ও আইনশৃঙ্খলা বাহিনীর সদস্যদের সঙ্গে সমন্বয় করে ভোটকেন্দ্রে সর্বোচ্চ নিরাপত্তা নিশ্চিত করতে হবে। ভোটারদের নিরাপদে কেন্দ্রে আসা যাওয়ার পরিবেশ তৈরি করা হবে এবং কোনো ধরনের বিশৃঙ্খলা বরদাশত করা হবে না। সংশ্লিষ্ট কর্মকর্তারা জানান, প্রতিটি কেন্দ্রে পর্যাপ্ত সংখ্যক পুলিশ, আনসার ও অন্যান্য বাহিনীর সদস্য মোতায়েন থাকবে। ঝুঁকিপূর্ণ কেন্দ্রগুলোতে বাড়তি নজরদারি রাখা হবে। নির্বাচন কমিশন ও আইনশৃঙ্খলা বাহিনীর সদস্যদের সঙ্গে সমন্বয় করে ভোটকেন্দ্রে সর্বোচ্চ নিরাপত্তা নিশ্চিত করতে হবে। ভোটারদের নিরাপদে কেন্দ্রে আসা যাওয়ার পরিবেশ তৈরি করা হবে এবং কোনো ধরনের বিশৃঙ্খলা বরদাশত করা হবে না। সংশ্লিষ্ট কর্মকর্তারা জানান, প্রতিটি কেন্দ্রে পর্যাপ্ত সংখ্যক পুলিশ, আনসার ও অন্যান্য বাহিনীর সদস্য মোতায়েন থাকবে। ঝুঁকিপূর্ণ কেন্দ্রগুলোতে বাড়তি নজরদারি রাখা হবে। নির্বাচন কমিশন ও আইনশৃঙ্খলা বাহিনীর সদস্যদের সঙ্গে সমন্বয় করে ভোটকেন্দ্রে সর্বোচ্চ নিরাপত্তা নিশ্চিত করতে হবে। ভোটারদের নিরাপদে কেন্দ্রে আসা যাওয়ার পরিবেশ তৈরি করা হবে এবং কোনো ধরনের বিশৃঙ্খলা বরদাশত করা হবে না। সংশ্লিষ্ট কর্মকর্তারা জানান, প্রতিটি কেন্দ্রে পর্যাপ্ত সংখ্যক পুলিশ, আনসার ও অন্যান্য বাহিনীর সদস্য মোতায়েন থাকবে। ঝুঁকিপূর্ণ কেন্দ্রগুলোতে বাড়তি নজরদারি রাখা হবে। নির্বাচন কমিশন ও আইনশৃঙ্খলা বাহিনীর সদস্যদের সঙ্গে সমন্বয় করে ভোটকেন্দ্রে সর্বোচ্চ নিরাপত্তা নিশ্চিত করতে হবে। ভোটারদের নিরাপদে কেন্দ্রে আসা যাওয়ার পরিবেশ তৈরি করা হবে এবং কোনো ধরনের বিশৃঙ্খলা বরদাশত করা হবে না। সংশ্লিষ্ট কর্মকর্তারা জানান, প্রতিটি কেন্দ্রে পর্যাপ্ত সংখ্যক পুলিশ, আনসার ও অন্যান্য বাহিনীর সদস্য মোতায়েন থাকবে। ঝুঁকিপূর্ণ কেন্দ্রগুলোতে বাড়তি নজরদারি রাখা হবে। নির্বাচন কমিশন ও আইনশৃঙ্খলা বাহিনীর সদস্যদের সঙ্গে সমন্বয় করে ভোটকেন্দ্রে সর্বোচ্চ নিরাপত্তা নিশ্চিত করতে হবে। ভোটারদের নিরাপদে কেন্দ্রে আসা যাওয়ার পরিবেশ তৈরি করা হবে এবং কোনো ধরনের বিশৃঙ্খলা বরদাশত করা হবে না। সংশ্লিষ্ট কর্মকর্তারা জানান, প্রতিটি কেন্দ্রে পর্যাপ্ত সংখ্যক পুলিশ, আনসার ও অন্যান্য বাহিনীর সদস্য মোতায়েন থাকবে। ঝুঁকিপূর্ণ কেন্দ্রগুলোতে বাড়তি নজরদারি রাখা হবে। নির্বাচন কমিশন ও আইনশৃঙ্খলা বাহিনীর সদস্যদের সঙ্গে সমন্বয় করে ভোটকেন্দ্রে সর্বোচ্চ নিরাপত্তা নিশ্চিত করতে হবে। ভোটারদের নিরাপদে কেন্দ্রে আসা যাওয়ার পরিবেশ তৈরি করা হবে এবং কোনো ধরনের বিশৃঙ্খলা বরদাশত করা হবে না। সংশ্লিষ্ট কর্মকর্তারা জানান, প্রতিটি কেন্দ্রে পর্যাপ্ত সংখ্যক পুলিশ, আনসার ও অন্যান্য বাহিনীর সদস্য মোতায়েন থাকবে। ঝুঁকিপূর্ণ কেন্দ্রগুলোতে বাড়তি নজরদারি রাখা হবে। নির্বাচন কমিশন ও আইনশৃঙ্খলা বাহিনীর সদস্যদের সঙ্গে সমন্বয় করে ভোটকেন্দ্রে সর্বোচ্চ নিরাপত্তা নিশ্চিত করতে হবে। ভোটারদের নিরাপদে কেন্দ্রে আসা যাওয়ার পরিবেশ তৈরি করা হবে এবং কোনো ধরনের বিশৃঙ্খলা বরদাশত করা হবে না। সংশ্লিষ্ট কর্মকর্তারা জানান, প্রতিটি কেন্দ্রে পর্যাপ্ত সংখ্যক পুলিশ, আনসার ও অন্যান্য বাহিনীর সদস্য মোতায়েন থাকবে। ঝুঁকিপূর্ণ কেন্দ্রগুলোতে বাড়তি নজরদারি রাখা হবে।	[332, 761, 423, 1273]
article-body: নির্বাচন কমিশন ও আইনশৃঙ্খলা বাহিনীর সদস্যদের সঙ্গে সমন্বয় করে ভোটকেন্দ্রে সর্বোচ্চ নিরাপত্তা নিশ্চিত করতে হবে। ভোটারদের নিরাপদে কেন্দ্রে আসা যাওয়ার পরিবেশ তৈরি করা হবে এবং কোনো ধরনের বিশৃঙ্খলা বরদাশত করা হবে না। সংশ্লিষ্ট কর্মকর্তারা জানান, প্রতিটি কেন্দ্রে পর্যাপ্ত সংখ্যক পুলিশ, আনসার ও অন্যান্য বাহিনীর সদস্য মোতায়েন থাকবে। ঝুঁকিপূর্ণ কেন্দ্রগুলোতে বাড়তি নজরদারি রাখা হবে। নির্বাচন কমিশন ও আইনশৃঙ্খলা বাহিনীর সদস্যদের সঙ্গে সমন্বয় করে ভোটকেন্দ্রে সর্বোচ্চ নিরাপত্তা নিশ্চিত করতে হবে। ভোটারদের নিরাপদে কেন্দ্রে আসা যাওয়ার পরিবেশ তৈরি করা হবে এবং কোনো ধরনের বিশৃঙ্খলা বরদাশত করা হবে না। সংশ্লিষ্ট কর্মকর্তারা জানান, প্রতিটি কেন্দ্রে পর্যাপ্ত সংখ্যক পুলিশ, আনসার ও অন্যান্য বাহিনীর সদস্য মোতায়েন থাকবে। ঝুঁকিপূর্ণ কেন্দ্রগুলোতে বাড়তি নজরদারি রাখা হবে। নির্বাচন কমিশন ও আইনশৃঙ্খলা বাহিনীর সদস্যদের সঙ্গে সমন্বয় করে ভোটকেন্দ্রে সর্বোচ্চ নিরাপত্তা নিশ্চিত করতে হবে। ভোটারদের নিরাপদে কেন্দ্রে আসা যাওয়ার পরিবেশ তৈরি করা হবে এবং কোনো ধরনের বিশৃঙ্খলা বরদাশত করা হবে না। সংশ্লিষ্ট কর্মকর্তারা জানান, প্রতিটি কেন্দ্রে পর্যাপ্ত সংখ্যক পুলিশ, আনসার ও অন্যান্য বাহিনীর সদস্য মোতায়েন থাকবে। ঝুঁকিপূর্ণ কেন্দ্রগুলোতে বাড়তি নজরদারি রাখা হবে।	[258, 598, 325, 750]
article-byline: (প্রথম পাতার পর)	[202, 142, 229, 147]
page-number: ১১	[406, 4, 423, 21]
article-byline: (প্রথম পাতার পর)	[278, 768, 305, 773]
article-16	[256, 1653, 328, 2040]
article-headline: নির্বাচনি সহিংসতা আনতে	[265, 1052, 318, 1070]
article-1	[4, 34, 99, 559]
article-body: নির্বাচন কমিশন ও আইনশৃঙ্খলা বাহিনীর সদস্যদের সঙ্গে সমন্বয় করে ভোটকেন্দ্রে সর্বোচ্চ নিরাপত্তা নিশ্চিত করতে হবে। ভোটারদের নিরাপদে কেন্দ্রে আসা যাওয়ার পরিবেশ তৈরি করা হবে এবং কোনো ধরনের বিশৃঙ্খলা বরদাশত করা হবে না। সংশ্লিষ্ট কর্মকর্তারা জানান, প্রতিটি কেন্দ্রে পর্যাপ্ত সংখ্যক পুলিশ, আনসার ও অন্যান্য বাহিনীর সদস্য মোতায়েন থাকবে। ঝুঁকিপূর্ণ কেন্দ্রগুলোতে বাড়তি নজরদারি রাখা হবে। নির্বাচন কমিশন ও আইনশৃঙ্খলা বাহিনীর সদস্যদের সঙ্গে সমন্বয় করে ভোটকেন্দ্রে সর্বোচ্চ নিরাপত্তা নিশ্চিত করতে হবে। ভোটারদের নিরাপদে কেন্দ্রে আসা যাওয়ার পরিবেশ তৈরি করা হবে এবং কোনো ধরনের বিশৃঙ্খলা বরদাশত করা হবে না। সংশ্লিষ্ট কর্মকর্তারা জানান, প্রতিটি কেন্দ্রে পর্যাপ্ত সংখ্যক পুলিশ, আনসার ও অন্যান্য বাহিনীর সদস্য মোতায়েন থাকবে। ঝুঁকিপূর্ণ কেন্দ্রগুলোতে বাড়তি নজরদারি রাখা হবে। নির্বাচন কমিশন ও আইনশৃঙ্খলা বাহিনীর সদস্যদের সঙ্গে সমন্বয় করে ভোটকেন্দ্রে সর্বোচ্চ নিরাপত্তা নিশ্চিত করতে হবে। ভোটারদের নিরাপদে কেন্দ্রে আসা যাওয়ার পরিবেশ তৈরি করা হবে এবং কোনো ধরনের বিশৃঙ্খলা বরদাশত করা হবে না। সংশ্লিষ্ট কর্মকর্তারা জানান, প্রতিটি কেন্দ্রে পর্যাপ্ত সংখ্যক পুলিশ, আনসার ও অন্যান্য বাহিনীর সদস্য মোতায়েন থাকবে। ঝুঁকিপূর্ণ কেন্দ্রগুলোতে বাড়তি নজরদারি রাখা হবে। নির্বাচন কমিশন ও আইনশৃঙ্খলা বাহিনীর সদস্যদের সঙ্গে সমন্বয় করে ভোটকেন্দ্রে সর্বোচ্চ নিরাপত্তা নিশ্চিত করতে হবে। ভোটারদের নিরাপদে কেন্দ্রে আসা যাওয়ার পরিবেশ তৈরি করা হবে এবং কোনো ধরনের বিশৃঙ্খলা বরদাশত করা হবে না। সংশ্লিষ্ট কর্মকর্তারা জানান, প্রতিটি কেন্দ্রে পর্যাপ্ত সংখ্যক পুলিশ, আনসার ও অন্যান্য বাহিনীর সদস্য মোতায়েন থাকবে। ঝুঁকিপূর্ণ কেন্দ্রগুলোতে বাড়তি নজরদারি রাখা হবে। নির্বাচন কমিশন ও আইনশৃঙ্খলা বাহিনীর সদস্যদের সঙ্গে সমন্বয় করে ভোটকেন্দ্রে সর্বোচ্চ নিরাপত্তা নিশ্চিত করতে হবে। ভোটারদের নিরাপদে কেন্দ্রে আসা যাওয়ার পরিবেশ তৈরি করা হবে এবং কোনো ধরনের বিশৃঙ্খলা বরদাশত করা হবে না। সংশ্লিষ্ট কর্মকর্তারা জানান, প্রতিটি কেন্দ্রে পর্যাপ্ত সংখ্যক পুলিশ, আনসার ও অন্যান্য বাহিনীর সদস্য মোতায়েন থাকবে। ঝুঁকিপূর্ণ কেন্দ্রগুলোতে বাড়তি নজরদারি রাখা হবে। নির্বাচন কমিশন ও আইনশৃঙ্খলা বাহিনীর সদস্যদের সঙ্গে সমন্বয় করে ভোটকেন্দ্রে সর্বোচ্চ নিরাপত্তা নিশ্চিত করতে হবে। ভোটারদের নিরাপদে কেন্দ্রে আসা যাওয়ার পরিবেশ তৈরি করা হবে এবং কোনো ধরনের বিশৃঙ্খলা বরদাশত করা হবে না। সংশ্লিষ্ট কর্মকর্তারা জানান, প্রতিটি কেন্দ্রে পর্যাপ্ত সংখ্যক পুলিশ, আনসার ও অন্যান্য বাহিনীর সদস্য মোতায়েন থাকবে। ঝুঁকিপূর্ণ কেন্দ্রগুলোতে বাড়তি নজরদারি রাখা হবে। নির্বাচন কমিশন ও আইনশৃঙ্খলা বাহিনীর সদস্যদের সঙ্গে সমন্বয় করে ভোটকেন্দ্রে সর্বোচ্চ নিরাপত্তা নিশ্চিত করতে হবে। ভোটারদের নিরাপদে কেন্দ্রে আসা যাওয়ার পরিবেশ তৈরি করা হবে এবং কোনো ধরনের বিশৃঙ্খলা বরদাশত করা হবে না। সংশ্লিষ্ট কর্মকর্তারা জানান, প্রতিটি কেন্দ্রে পর্যাপ্ত সংখ্যক পুলিশ, আনসার ও অন্যান্য বাহিনীর সদস্য মোতায়েন থাকবে। ঝুঁকিপূর্ণ কেন্দ্রগুলোতে বাড়তি নজরদারি রাখা হবে। নির্বাচন কমিশন ও আইনশৃঙ্খলা বাহিনীর সদস্যদের সঙ্গে সমন্বয় করে ভোটকেন্দ্রে সর্বোচ্চ নিরাপত্তা নিশ্চিত করতে হবে। ভোটারদের নিরাপদে কেন্দ্রে আসা যাওয়ার পরিবেশ তৈরি করা হবে এবং কোনো ধরনের বিশৃঙ্খলা বরদাশত করা হবে না। সংশ্লিষ্ট কর্মকর্তারা জানান, প্রতিটি কেন্দ্রে পর্যাপ্ত সংখ্যক পুলিশ, আনসার ও অন্যান্য বাহিনীর সদস্য মোতায়েন থাকবে। ঝুঁকিপূর্ণ কেন্দ্রগুলোতে বাড়তি নজরদারি রাখা হবে।	[4, 1466, 99, 1739]
article-byline: (প্রথম পাতার পর)	[364, 158, 391, 163]
edition-info	[365, 5, 403, 18]
article-byline: (প্রথম পাতার পর)	[38, 577, 65, 581]
article-body: নির্বাচন কমিশন ও আইনশৃঙ্খলা বাহিনীর সদস্যদের সঙ্গে সমন্বয় করে ভোটকেন্দ্রে সর্বোচ্চ নিরাপত্তা নিশ্চিত করতে হবে। ভোটারদের নিরাপদে কেন্দ্রে আসা যাওয়ার পরিবেশ তৈরি করা হবে এবং কোনো ধরনের বিশৃঙ্খলা বরদাশত করা হবে না। সংশ্লিষ্ট কর্মকর্তারা জানান, প্রতিটি কেন্দ্রে পর্যাপ্ত সংখ্যক পুলিশ, আনসার ও অন্যান্য বাহিনীর সদস্য মোতায়েন থাকবে। ঝুঁকিপূর্ণ কেন্দ্রগুলোতে বাড়তি নজরদারি রাখা হবে। নির্বাচন কমিশন ও আইনশৃঙ্খলা বাহিনীর সদস্যদের সঙ্গে সমন্বয় করে ভোটকেন্দ্রে সর্বোচ্চ নিরাপত্তা নিশ্চিত করতে হবে। ভোটারদের নিরাপদে কেন্দ্রে আসা যাওয়ার পরিবেশ তৈরি করা হবে এবং কোনো ধরনের বিশৃঙ্খলা বরদাশত করা হবে না। সংশ্লিষ্ট কর্মকর্তারা জানান, প্রতিটি কেন্দ্রে পর্যাপ্ত সংখ্যক পুলিশ, আনসার ও অন্যান্য বাহিনীর সদস্য মোতায়েন থাকবে। ঝুঁকিপূর্ণ কেন্দ্রগুলোতে বাড়তি নজরদারি রাখা হবে। নির্বাচন কমিশন ও আইনশৃঙ্খলা বাহিনীর সদস্যদের সঙ্গে সমন্বয় করে ভোটকেন্দ্রে সর্বোচ্চ নিরাপত্তা নিশ্চিত করতে হবে। ভোটারদের নিরাপদে কেন্দ্রে আসা যাওয়ার পরিবেশ তৈরি করা হবে এবং কোনো ধরনের বিশৃঙ্খলা বরদাশত করা হবে না। সংশ্লিষ্ট কর্মকর্তারা জানান, প্রতিটি কেন্দ্রে পর্যাপ্ত সংখ্যক পুলিশ, আনসার ও অন্যান্য বাহিনীর সদস্য মোতায়েন থাকবে। ঝুঁকিপূর্ণ কেন্দ্রগুলোতে বাড়তি নজরদারি রাখা হবে। নির্বাচন কমিশন ও আইনশৃঙ্খলা বাহিনীর সদস্যদের সঙ্গে সমন্বয় করে ভোটকেন্দ্রে সর্বোচ্চ নিরাপত্তা নিশ্চিত করতে হবে। ভোটারদের নিরাপদে কেন্দ্রে আসা যাওয়ার পরিবেশ তৈরি করা হবে এবং কোনো ধরনের বিশৃঙ্খলা বরদাশত করা হবে না। সংশ্লিষ্ট কর্মকর্তারা জানান, প্রতিটি কেন্দ্রে পর্যাপ্ত সংখ্যক পুলিশ, আনসার ও অন্যান্য বাহিনীর সদস্য মোতায়েন থাকবে। ঝুঁকিপূর্ণ কেন্দ্রগুলোতে বাড়তি নজরদারি রাখা হবে। নির্বাচন কমিশন ও আইনশৃঙ্খলা বাহিনীর সদস্যদের সঙ্গে সমন্বয় করে ভোটকেন্দ্রে সর্বোচ্চ নিরাপত্তা নিশ্চিত করতে হবে। ভোটারদের নিরাপদে কেন্দ্রে আসা যাওয়ার পরিবেশ তৈরি করা হবে এবং কোনো ধরনের বিশৃঙ্খলা বরদাশত করা হবে না। সংশ্লিষ্ট কর্মকর্তারা জানান, প্রতিটি কেন্দ্রে পর্যাপ্ত সংখ্যক পুলিশ, আনসার ও অন্যান্য বাহিনীর সদস্য মোতায়েন থাকবে। ঝুঁকিপূর্ণ কেন্দ্রগুলোতে বাড়তি নজরদারি রাখা হবে। নির্বাচন কমিশন ও আইনশৃঙ্খলা বাহিনীর সদস্যদের সঙ্গে সমন্বয় করে ভোটকেন্দ্রে সর্বোচ্চ নিরাপত্তা নিশ্চিত করতে হবে। ভোটারদের নিরাপদে কেন্দ্রে আসা যাওয়ার পরিবেশ তৈরি করা হবে এবং কোনো ধরনের বিশৃঙ্খলা বরদাশত করা হবে না। সংশ্লিষ্ট কর্মকর্তারা জানান, প্রতিটি কেন্দ্রে পর্যাপ্ত সংখ্যক পুলিশ, আনসার ও অন্যান্য বাহিনীর সদস্য মোতায়েন থাকবে। ঝুঁকিপূর্ণ কেন্দ্রগুলোতে বাড়তি নজরদারি রাখা হবে। নির্বাচন কমিশন ও আইনশৃঙ্খলা বাহিনীর সদস্যদের সঙ্গে সমন্বয় করে ভোটকেন্দ্রে সর্বোচ্চ নিরাপত্তা নিশ্চিত করতে হবে। ভোটারদের নিরাপদে কেন্দ্রে আসা যাওয়ার পরিবেশ তৈরি করা হবে এবং কোনো ধরনের বিশৃঙ্খলা বরদাশত করা হবে না। সংশ্লিষ্ট কর্মকর্তারা জানান, প্রতিটি কেন্দ্রে পর্যাপ্ত সংখ্যক পুলিশ, আনসার ও অন্যান্য বাহিনীর সদস্য মোতায়েন থাকবে। ঝুঁকিপূর্ণ কেন্দ্রগুলোতে বাড়তি নজরদারি রাখা হবে। নির্বাচন কমিশন ও আইনশৃঙ্খলা বাহিনীর সদস্যদের সঙ্গে সমন্বয় করে ভোটকেন্দ্রে সর্বোচ্চ নিরাপত্তা নিশ্চিত করতে হবে। ভোটারদের নিরাপদে কেন্দ্রে আসা যাওয়ার পরিবেশ তৈরি করা হবে এবং কোনো ধরনের বিশৃঙ্খলা বরদাশত করা হবে না। সংশ্লিষ্ট কর্মকর্তারা জানান, প্রতিটি কেন্দ্রে পর্যাপ্ত সংখ্যক পুলিশ, আনসার ও অন্যান্য বাহিনীর সদস্য মোতায়েন থাকবে। ঝুঁকিপূর্ণ কেন্দ্রগুলোতে বাড়তি নজরদারি রাখা হবে। নির্বাচন কমিশন ও আইনশৃঙ্খলা বাহিনীর সদস্যদের সঙ্গে সমন্বয় করে ভোটকেন্দ্রে সর্বোচ্চ নিরাপত্তা নিশ্চিত করতে হবে। ভোটারদের নিরাপদে কেন্দ্রে আসা যাওয়ার পরিবেশ তৈরি করা হবে এবং কোনো ধরনের বিশৃঙ্খলা বরদাশত করা হবে না। সংশ্লিষ্ট কর্মকর্তারা জানান, প্রতিটি কেন্দ্রে পর্যাপ্ত সংখ্যক পুলিশ, আনসার ও অন্যান্য বাহিনীর সদস্য মোতায়েন থাকবে। ঝুঁকিপূর্ণ কেন্দ্রগুলোতে বাড়তি নজরদারি রাখা হবে। নির্বাচন কমিশন ও আইনশৃঙ্খলা বাহিনীর সদস্যদের সঙ্গে সমন্বয় করে ভোটকেন্দ্রে সর্বোচ্চ নিরাপত্তা নিশ্চিত করতে হবে। ভোটারদের নিরাপদে কেন্দ্রে আসা যাওয়ার পরিবেশ তৈরি করা হবে এবং কোনো ধরনের বিশৃঙ্খলা বরদাশত করা হবে না। সংশ্লিষ্ট কর্মকর্তারা জানান, প্রতিটি কেন্দ্রে পর্যাপ্ত সংখ্যক পুলিশ, আনসার ও অন্যান্য বাহিনীর সদস্য মোতায়েন থাকবে। ঝুঁকিপূর্ণ কেন্দ্রগুলোতে বাড়তি নজরদারি রাখা হবে। নির্বাচন কমিশন ও আইনশৃঙ্খলা বাহিনীর সদস্যদের সঙ্গে সমন্বয় করে ভোটকেন্দ্রে সর্বোচ্চ নিরাপত্তা নিশ্চিত করতে হবে। ভোটারদের নিরাপদে কেন্দ্রে আসা যাওয়ার পরিবেশ তৈরি করা হবে এবং কোনো ধরনের বিশৃঙ্খলা বরদাশত করা হবে না। সংশ্লিষ্ট কর্মকর্তারা জানান, প্রতিটি কেন্দ্রে পর্যাপ্ত সংখ্যক পুলিশ, আনসার ও অন্যান্য বাহিনীর সদস্য মোতায়েন থাকবে। ঝুঁকিপূর্ণ কেন্দ্রগুলোতে বাড়তি নজরদারি রাখা হবে। নির্বাচন কমিশন ও আইনশৃঙ্খলা বাহিনীর সদস্যদের সঙ্গে সমন্বয় করে ভোটকেন্দ্রে সর্বোচ্চ নিরাপত্তা নিশ্চিত করতে হবে। ভোটারদের নিরাপদে কেন্দ্রে আসা যাওয়ার পরিবেশ তৈরি করা হবে এবং কোনো ধরনের বিশৃঙ্খলা বরদাশত করা হবে না। সংশ্লিষ্ট কর্মকর্তারা জানান, প্রতিটি কেন্দ্রে পর্যাপ্ত সংখ্যক পুলিশ, আনসার ও অন্যান্য বাহিনীর সদস্য মোতায়েন থাকবে। ঝুঁকিপূর্ণ কেন্দ্রগুলোতে বাড়তি নজরদারি রাখা হবে।	[4, 781, 99, 1188]
article-body: নির্বাচন কমিশন ও আইনশৃঙ্খলা বাহিনীর সদস্যদের সঙ্গে সমন্বয় করে ভোটকেন্দ্রে সর্বোচ্চ নিরাপত্তা নিশ্চিত করতে হবে। ভোটারদের নিরাপদে কেন্দ্রে আসা যাওয়ার পরিবেশ তৈরি করা হবে এবং কোনো ধরনের বিশৃঙ্খলা বরদাশত করা হবে না। সংশ্লিষ্ট কর্মকর্তারা জানান, প্রতিটি কেন্দ্রে পর্যাপ্ত সংখ্যক পুলিশ, আনসার ও অন্যান্য বাহিনীর সদস্য মোতায়েন থাকবে। ঝুঁকিপূর্ণ কেন্দ্রগুলোতে বাড়তি নজরদারি রাখা হবে। নির্বাচন কমিশন ও আইনশৃঙ্খলা বাহিনীর সদস্যদের সঙ্গে সমন্বয় করে ভোটকেন্দ্রে সর্বোচ্চ নিরাপত্তা নিশ্চিত করতে হবে। ভোটারদের নিরাপদে কেন্দ্রে আসা যাওয়ার পরিবেশ তৈরি করা হবে এবং কোনো ধরনের বিশৃঙ্খলা বরদাশত করা হবে না। সংশ্লিষ্ট কর্মকর্তারা জানান, প্রতিটি কেন্দ্রে পর্যাপ্ত সংখ্যক পুলিশ, আনসার ও অন্যান্য বাহিনীর সদস্য মোতায়েন থাকবে। ঝুঁকিপূর্ণ কেন্দ্রগুলোতে বাড়তি নজরদারি রাখা হবে। নির্বাচন কমিশন ও আইনশৃঙ্খলা বাহিনীর সদস্যদের সঙ্গে সমন্বয় করে ভোটকেন্দ্রে সর্বোচ্চ নিরাপত্তা নিশ্চিত করতে হবে। ভোটারদের নিরাপদে কেন্দ্রে আসা যাওয়ার পরিবেশ তৈরি করা হবে এবং কোনো ধরনের বিশৃঙ্খলা বরদাশত করা হবে না। সংশ্লিষ্ট কর্মকর্তারা জানান, প্রতিটি কেন্দ্রে পর্যাপ্ত সংখ্যক পুলিশ, আনসার ও অন্যান্য বাহিনীর সদস্য মোতায়েন থাকবে। ঝুঁকিপূর্ণ কেন্দ্রগুলোতে বাড়তি নজরদারি রাখা হবে। নির্বাচন কমিশন ও আইনশৃঙ্খলা বাহিনীর সদস্যদের সঙ্গে সমন্বয় করে ভোটকেন্দ্রে সর্বোচ্চ নিরাপত্তা নিশ্চিত করতে হবে। ভোটারদের নিরাপদে কেন্দ্রে আসা যাওয়ার পরিবেশ তৈরি করা হবে এবং কোনো ধরনের বিশৃঙ্খলা বরদাশত করা হবে না। সংশ্লিষ্ট কর্মকর্তারা জানান, প্রতিটি কেন্দ্রে পর্যাপ্ত সংখ্যক পুলিশ, আনসার ও অন্যান্য বাহিনীর সদস্য মোতায়েন থাকবে। ঝুঁকিপূর্ণ কেন্দ্রগুলোতে বাড়তি নজরদারি রাখা হবে। নির্বাচন কমিশন ও আইনশৃঙ্খলা বাহিনীর সদস্যদের সঙ্গে সমন্বয় করে ভোটকেন্দ্রে সর্বোচ্চ নিরাপত্তা নিশ্চিত করতে হবে। ভোটারদের নিরাপদে কেন্দ্রে আসা যাওয়ার পরিবেশ তৈরি করা হবে এবং কোনো ধরনের বিশৃঙ্খলা বরদাশত করা হবে না। সংশ্লিষ্ট কর্মকর্তারা জানান, প্রতিটি কেন্দ্রে পর্যাপ্ত সংখ্যক পুলিশ, আনসার ও অন্যান্য বাহিনীর সদস্য মোতায়েন থাকবে। ঝুঁকিপূর্ণ কেন্দ্রগুলোতে বাড়তি নজরদারি রাখা হবে। নির্বাচন কমিশন ও আইনশৃঙ্খলা বাহিনীর সদস্যদের সঙ্গে সমন্বয় করে ভোটকেন্দ্রে সর্বোচ্চ নিরাপত্তা নিশ্চিত করতে হবে। ভোটারদের নিরাপদে কেন্দ্রে আসা যাওয়ার পরিবেশ তৈরি করা হবে এবং কোনো ধরনের বিশৃঙ্খলা বরদাশত করা হবে না। সংশ্লিষ্ট কর্মকর্তারা জানান, প্রতিটি কেন্দ্রে পর্যাপ্ত সংখ্যক পুলিশ, আনসার ও অন্যান্য বাহিনীর সদস্য মোতায়েন থাকবে। ঝুঁকিপূর্ণ কেন্দ্রগুলোতে বাড়তি নজরদারি রাখা হবে। নির্বাচন কমিশন ও আইনশৃঙ্খলা বাহিনীর সদস্যদের সঙ্গে সমন্বয় করে ভোটকেন্দ্রে সর্বোচ্চ নিরাপত্তা নিশ্চিত করতে হবে। ভোটারদের নিরাপদে কেন্দ্রে আসা যাওয়ার পরিবেশ তৈরি করা হবে এবং কোনো ধরনের বিশৃঙ্খলা বরদাশত করা হবে না। সংশ্লিষ্ট কর্মকর্তারা জানান, প্রতিটি কেন্দ্রে পর্যাপ্ত সংখ্যক পুলিশ, আনসার ও অন্যান্য বাহিনীর সদস্য মোতায়েন থাকবে। ঝুঁকিপূর্ণ কেন্দ্রগুলোতে বাড়তি নজরদারি রাখা হবে। নির্বাচন কমিশন ও আইনশৃঙ্খলা বাহিনীর সদস্যদের সঙ্গে সমন্বয় করে ভোটকেন্দ্রে সর্বোচ্চ নিরাপত্তা নিশ্চিত করতে হবে। ভোটারদের নিরাপদে কেন্দ্রে আসা যাওয়ার পরিবেশ তৈরি করা হবে এবং কোনো ধরনের বিশৃঙ্খলা বরদাশত করা হবে না। সংশ্লিষ্ট কর্মকর্তারা জানান, প্রতিটি কেন্দ্রে পর্যাপ্ত সংখ্যক পুলিশ, আনসার ও অন্যান্য বাহিনীর সদস্য মোতায়েন থাকবে। ঝুঁকিপূর্ণ কেন্দ্রগুলোতে বাড়তি নজরদারি রাখা হবে। নির্বাচন কমিশন ও আইনশৃঙ্খলা বাহিনীর সদস্যদের সঙ্গে সমন্বয় করে ভোটকেন্দ্রে সর্বোচ্চ নিরাপত্তা নিশ্চিত করতে হবে। ভোটারদের নিরাপদে কেন্দ্রে আসা যাওয়ার পরিবেশ তৈরি করা হবে এবং কোনো ধরনের বিশৃঙ্খলা বরদাশত করা হবে না। সংশ্লিষ্ট কর্মকর্তারা জানান, প্রতিটি কেন্দ্রে পর্যাপ্ত সংখ্যক পুলিশ, আনসার ও অন্যান্য বাহিনীর সদস্য মোতায়েন থাকবে। ঝুঁকিপূর্ণ কেন্দ্রগুলোতে বাড়তি নজরদারি রাখা হবে। নির্বাচন কমিশন ও আইনশৃঙ্খলা বাহিনীর সদস্যদের সঙ্গে সমন্বয় করে ভোটকেন্দ্রে সর্বোচ্চ নিরাপত্তা নিশ্চিত করতে হবে। ভোটারদের নিরাপদে কেন্দ্রে আসা যাওয়ার পরিবেশ তৈরি করা হবে এবং কোনো ধরনের বিশৃঙ্খলা বরদাশত করা হবে না। সংশ্লিষ্ট কর্মকর্তারা জানান, প্রতিটি কেন্দ্রে পর্যাপ্ত সংখ্যক পুলিশ, আনসার ও অন্যান্য বাহিনীর সদস্য মোতায়েন থাকবে। ঝুঁকিপূর্ণ কেন্দ্রগুলোতে বাড়তি নজরদারি রাখা হবে। নির্বাচন কমিশন ও আইনশৃঙ্খলা বাহিনীর সদস্যদের সঙ্গে সমন্বয় করে ভোটকেন্দ্রে সর্বোচ্চ নিরাপত্তা নিশ্চিত করতে হবে। ভোটারদের নিরাপদে কেন্দ্রে আসা যাওয়ার পরিবেশ তৈরি করা হবে এবং কোনো ধরনের বিশৃঙ্খলা বরদাশত করা হবে না। সংশ্লিষ্ট কর্মকর্তারা জানান, প্রতিটি কেন্দ্রে পর্যাপ্ত সংখ্যক পুলিশ, আনসার ও অন্যান্য বাহিনীর সদস্য মোতায়েন থাকবে। ঝুঁকিপূর্ণ কেন্দ্রগুলোতে বাড়তি নজরদারি রাখা হবে। নির্বাচন কমিশন ও আইনশৃঙ্খলা বাহিনীর সদস্যদের সঙ্গে সমন্বয় করে ভোটকেন্দ্রে সর্বোচ্চ নিরাপত্তা নিশ্চিত করতে হবে। ভোটারদের নিরাপদে কেন্দ্রে আসা যাওয়ার পরিবেশ তৈরি করা হবে এবং কোনো ধরনের বিশৃঙ্খলা বরদাশত করা হবে না। সংশ্লিষ্ট কর্মকর্তারা জানান, প্রতিটি কেন্দ্রে পর্যাপ্ত সংখ্যক পুলিশ, আনসার ও অন্যান্য বাহিনীর সদস্য মোতায়েন থাকবে। ঝুঁকিপূর্ণ কেন্দ্রগুলোতে বাড়তি নজরদারি রাখা হবে। নির্বাচন কমিশন ও আইনশৃঙ্খলা বাহিনীর সদস্যদের সঙ্গে সমন্বয় করে ভোটকেন্দ্রে সর্বোচ্চ নিরাপত্তা নিশ্চিত করতে হবে। ভোটারদের নিরাপদে কেন্দ্রে আসা যাওয়ার পরিবেশ তৈরি করা হবে এবং কোনো ধরনের বিশৃঙ্খলা বরদাশত করা হবে না। সংশ্লিষ্ট কর্মকর্তারা জানান, প্রতিটি কেন্দ্রে পর্যাপ্ত সংখ্যক পুলিশ, আনসার ও অন্যান্য বাহিনীর সদস্য মোতায়েন থাকবে। ঝুঁকিপূর্ণ কেন্দ্রগুলোতে বাড়তি নজরদারি রাখা হবে। নির্বাচন কমিশন ও আইনশৃঙ্খলা বাহিনীর সদস্যদের সঙ্গে সমন্বয় করে ভোটকেন্দ্রে সর্বোচ্চ নিরাপত্তা নিশ্চিত করতে হবে। ভোটারদের নিরাপদে কেন্দ্রে আসা যাওয়ার পরিবেশ তৈরি করা হবে এবং কোনো ধরনের বিশৃঙ্খলা বরদাশত করা হবে না। সংশ্লিষ্ট কর্মকর্তারা জানান, প্রতিটি কেন্দ্রে পর্যাপ্ত সংখ্যক পুলিশ, আনসার ও অন্যান্য বাহিনীর সদস্য মোতায়েন থাকবে। ঝুঁকিপূর্ণ কেন্দ্রগুলোতে বাড়তি নজরদারি রাখা হবে। নির্বাচন কমিশন ও আইনশৃঙ্খলা বাহিনীর সদস্যদের সঙ্গে সমন্বয় করে ভোটকেন্দ্রে সর্বোচ্চ নিরাপত্তা নিশ্চিত করতে হবে। ভোটারদের নিরাপদে কেন্দ্রে আসা যাওয়ার পরিবেশ তৈরি করা হবে এবং কোনো ধরনের বিশৃঙ্খলা বরদাশত করা হবে না। সংশ্লিষ্ট কর্মকর্তারা জানান, প্রতিটি কেন্দ্রে পর্যাপ্ত সংখ্যক পুলিশ, আনসার ও অন্যান্য বাহিনীর সদস্য মোতায়েন থাকবে। ঝুঁকিপূর্ণ কেন্দ্রগুলোতে বাড়তি নজরদারি রাখা হবে। নির্বাচন কমিশন ও আইনশৃঙ্খলা বাহিনীর সদস্যদের সঙ্গে সমন্বয় করে ভোটকেন্দ্রে সর্বোচ্চ নিরাপত্তা নিশ্চিত করতে হবে। ভোটারদের নিরাপদে কেন্দ্রে আসা যাওয়ার পরিবেশ তৈরি করা হবে এবং কোনো ধরনের বিশৃঙ্খলা বরদাশত করা হবে না। সংশ্লিষ্ট কর্মকর্তারা জানান, প্রতিটি কেন্দ্রে পর্যাপ্ত সংখ্যক পুলিশ, আনসার ও অন্যান্য বাহিনীর সদস্য মোতায়েন থাকবে। ঝুঁকিপূর্ণ কেন্দ্রগুলোতে বাড়তি নজরদারি রাখা হবে। নির্বাচন কমিশন ও আইনশৃঙ্খলা বাহিনীর সদস্যদের সঙ্গে সমন্বয় করে ভোটকেন্দ্রে সর্বোচ্চ নিরাপত্তা নিশ্চিত করতে হবে। ভোটারদের নিরাপদে কেন্দ্রে আসা যাওয়ার পরিবেশ তৈরি করা হবে এবং কোনো ধরনের বিশৃঙ্খলা বরদাশত করা হবে না। সংশ্লিষ্ট কর্মকর্তারা জানান, প্রতিটি কেন্দ্রে পর্যাপ্ত সংখ্যক পুলিশ, আনসার ও অন্যান্য বাহিনীর সদস্য মোতায়েন থাকবে। ঝুঁকিপূর্ণ কেন্দ্রগুলোতে বাড়তি নজরদারি রাখা হবে। নির্বাচন কমিশন ও আইনশৃঙ্খলা বাহিনীর সদস্যদের সঙ্গে সমন্বয় করে ভোটকেন্দ্রে সর্বোচ্চ নিরাপত্তা নিশ্চিত করতে হবে। ভোটারদের নিরাপদে কেন্দ্রে আসা যাওয়ার পরিবেশ তৈরি করা হবে এবং কোনো ধরনের বিশৃঙ্খলা বরদাশত করা হবে না। সংশ্লিষ্ট কর্মকর্তারা জানান, প্রতিটি কেন্দ্রে পর্যাপ্ত সংখ্যক পুলিশ, আনসার ও অন্যান্য বাহিনীর সদস্য মোতায়েন থাকবে। ঝুঁকিপূর্ণ কেন্দ্রগুলোতে বাড়তি নজরদারি রাখা হবে।	[103, 424, 175, 1230]
article-9	[179, 132, 251, 374]
article-body: নির্বাচন কমিশন ও আইনশৃঙ্খলা বাহিনীর সদস্যদের সঙ্গে সমন্বয় করে ভোটকেন্দ্রে সর্বোচ্চ নিরাপত্তা নিশ্চিত করতে হবে। ভোটারদের নিরাপদে কেন্দ্রে আসা যাওয়ার পরিবেশ তৈরি করা হবে এবং কোনো ধরনের বিশৃঙ্খলা বরদাশত করা হবে না। সংশ্লিষ্ট কর্মকর্তারা জানান, প্রতিটি কেন্দ্রে পর্যাপ্ত সংখ্যক পুলিশ, আনসার ও অন্যান্য বাহিনীর সদস্য মোতায়েন থাকবে। ঝুঁকিপূর্ণ কেন্দ্রগুলোতে বাড়তি নজরদারি রাখা হবে। নির্বাচন কমিশন ও আইনশৃঙ্খলা বাহিনীর সদস্যদের সঙ্গে সমন্বয় করে ভোটকেন্দ্রে সর্বোচ্চ নিরাপত্তা নিশ্চিত করতে হবে। ভোটারদের নিরাপদে কেন্দ্রে আসা যাওয়ার পরিবেশ তৈরি করা হবে এবং কোনো ধরনের বিশৃঙ্খলা বরদাশত করা হবে না। সংশ্লিষ্ট কর্মকর্তারা জানান, প্রতিটি কেন্দ্রে পর্যাপ্ত সংখ্যক পুলিশ, আনসার ও অন্যান্য বাহিনীর সদস্য মোতায়েন থাকবে। ঝুঁকিপূর্ণ কেন্দ্রগুলোতে বাড়তি নজরদারি রাখা হবে। নির্বাচন কমিশন ও আইনশৃঙ্খলা বাহিনীর সদস্যদের সঙ্গে সমন্বয় করে ভোটকেন্দ্রে সর্বোচ্চ নিরাপত্তা নিশ্চিত করতে হবে। ভোটারদের নিরাপদে কেন্দ্রে আসা যাওয়ার পরিবেশ তৈরি করা হবে এবং কোনো ধরনের বিশৃঙ্খলা বরদাশত করা হবে না। সংশ্লিষ্ট কর্মকর্তারা জানান, প্রতিটি কেন্দ্রে পর্যাপ্ত সংখ্যক পুলিশ, আনসার ও অন্যান্য বাহিনীর সদস্য মোতায়েন থাকবে। ঝুঁকিপূর্ণ কেন্দ্রগুলোতে বাড়তি নজরদারি রাখা হবে। নির্বাচন কমিশন ও আইনশৃঙ্খলা বাহিনীর সদস্যদের সঙ্গে সমন্বয় করে ভোটকেন্দ্রে সর্বোচ্চ নিরাপত্তা নিশ্চিত করতে হবে। ভোটারদের নিরাপদে কেন্দ্রে আসা যাওয়ার পরিবেশ তৈরি করা হবে এবং কোনো ধরনের বিশৃঙ্খলা বরদাশত করা হবে না। সংশ্লিষ্ট কর্মকর্তারা জানান, প্রতিটি কেন্দ্রে পর্যাপ্ত সংখ্যক পুলিশ, আনসার ও অন্যান্য বাহিনীর সদস্য মোতায়েন থাকবে। ঝুঁকিপূর্ণ কেন্দ্রগুলোতে বাড়তি নজরদারি রাখা হবে। নির্বাচন কমিশন ও আইনশৃঙ্খলা বাহিনীর সদস্যদের সঙ্গে সমন্বয় করে ভোটকেন্দ্রে সর্বোচ্চ নিরাপত্তা নিশ্চিত করতে হবে। ভোটারদের নিরাপদে কেন্দ্রে আসা যাওয়ার পরিবেশ তৈরি করা হবে এবং কোনো ধরনের বিশৃঙ্খলা বরদাশত করা হবে না। সংশ্লিষ্ট কর্মকর্তারা জানান, প্রতিটি কেন্দ্রে পর্যাপ্ত সংখ্যক পুলিশ, আনসার ও অন্যান্য বাহিনীর সদস্য মোতায়েন থাকবে। ঝুঁকিপূর্ণ কেন্দ্রগুলোতে বাড়তি নজরদারি রাখা হবে। নির্বাচন কমিশন ও আইনশৃঙ্খলা বাহিনীর সদস্যদের সঙ্গে সমন্বয় করে ভোটকেন্দ্রে সর্বোচ্চ নিরাপত্তা নিশ্চিত করতে হবে। ভোটারদের নিরাপদে কেন্দ্রে আসা যাওয়ার পরিবেশ তৈরি করা হবে এবং কোনো ধরনের বিশৃঙ্খলা বরদাশত করা হবে না। সংশ্লিষ্ট কর্মকর্তারা জানান, প্রতিটি কেন্দ্রে পর্যাপ্ত সংখ্যক পুলিশ, আনসার ও অন্যান্য বাহিনীর সদস্য মোতায়েন থাকবে। ঝুঁকিপূর্ণ কেন্দ্রগুলোতে বাড়তি নজরদারি রাখা হবে। নির্বাচন কমিশন ও আইনশৃঙ্খলা বাহিনীর সদস্যদের সঙ্গে সমন্বয় করে ভোটকেন্দ্রে সর্বোচ্চ নিরাপত্তা নিশ্চিত করতে হবে। ভোটারদের নিরাপদে কেন্দ্রে আসা যাওয়ার পরিবেশ তৈরি করা হবে এবং কোনো ধরনের বিশৃঙ্খলা বরদাশত করা হবে না। সংশ্লিষ্ট কর্মকর্তারা জানান, প্রতিটি কেন্দ্রে পর্যাপ্ত সংখ্যক পুলিশ, আনসার ও অন্যান্য বাহিনীর সদস্য মোতায়েন থাকবে। ঝুঁকিপূর্ণ কেন্দ্রগুলোতে বাড়তি নজরদারি রাখা হবে। নির্বাচন কমিশন ও আইনশৃঙ্খলা বাহিনীর সদস্যদের সঙ্গে সমন্বয় করে ভোটকেন্দ্রে সর্বোচ্চ নিরাপত্তা নিশ্চিত করতে হবে। ভোটারদের নিরাপদে কেন্দ্রে আসা যাওয়ার পরিবেশ তৈরি করা হবে এবং কোনো ধরনের বিশৃঙ্খলা বরদাশত করা হবে না। সংশ্লিষ্ট কর্মকর্তারা জানান, প্রতিটি কেন্দ্রে পর্যাপ্ত সংখ্যক পুলিশ, আনসার ও অন্যান্য বাহিনীর সদস্য মোতায়েন থাকবে। ঝুঁকিপূর্ণ কেন্দ্রগুলোতে বাড়তি নজরদারি রাখা হবে। নির্বাচন কমিশন ও আইনশৃঙ্খলা বাহিনীর সদস্যদের সঙ্গে সমন্বয় করে ভোটকেন্দ্রে সর্বোচ্চ নিরাপত্তা নিশ্চিত করতে হবে। ভোটারদের নিরাপদে কেন্দ্রে আসা যাওয়ার পরিবেশ তৈরি করা হবে এবং কোনো ধরনের বিশৃঙ্খলা বরদাশত করা হবে না। সংশ্লিষ্ট কর্মকর্তারা জানান, প্রতিটি কেন্দ্রে পর্যাপ্ত সংখ্যক পুলিশ, আনসার ও অন্যান্য বাহিনীর সদস্য মোতায়েন থাকবে। ঝুঁকিপূর্ণ কেন্দ্রগুলোতে বাড়তি নজরদারি রাখা হবে। নির্বাচন কমিশন ও আইনশৃঙ্খলা বাহিনীর সদস্যদের সঙ্গে সমন্বয় করে ভোটকেন্দ্রে সর্বোচ্চ নিরাপত্তা নিশ্চিত করতে হবে। ভোটারদের নিরাপদে কেন্দ্রে আসা যাওয়ার পরিবেশ তৈরি করা হবে এবং কোনো ধরনের বিশৃঙ্খলা বরদাশত করা হবে না। সংশ্লিষ্ট কর্মকর্তারা জানান, প্রতিটি কেন্দ্রে পর্যাপ্ত সংখ্যক পুলিশ, আনসার ও অন্যান্য বাহিনীর সদস্য মোতায়েন থাকবে। ঝুঁকিপূর্ণ কেন্দ্রগুলোতে বাড়তি নজরদারি রাখা হবে।	[256, 2071, 328, 2521]
article-14	[256, 1054, 328, 1263]
article-byline: (প্রথম পাতার পর)	[202, 390, 229, 395]
edition-date: ৩ ফেব্রুয়ারি ২০২৬	[365, 11, 403, 17]
article-body: নির্বাচন কমিশন ও আইনশৃঙ্খলা বাহিনীর সদস্যদের সঙ্গে সমন্বয় করে ভোটকেন্দ্রে সর্বোচ্চ নিরাপত্তা নিশ্চিত করতে হবে। ভোটারদের নিরাপদে কেন্দ্রে আসা যাওয়ার পরিবেশ তৈরি করা হবে এবং কোনো ধরনের বিশৃঙ্খলা বরদাশত করা হবে না। সংশ্লিষ্ট কর্মকর্তারা জানান, প্রতিটি কেন্দ্রে পর্যাপ্ত সংখ্যক পুলিশ, আনসার ও অন্যান্য বাহিনীর সদস্য মোতায়েন থাকবে। ঝুঁকিপূর্ণ কেন্দ্রগুলোতে বাড়তি নজরদারি রাখা হবে। নির্বাচন কমিশন ও আইনশৃঙ্খলা বাহিনীর সদস্যদের সঙ্গে সমন্বয় করে ভোটকেন্দ্রে সর্বোচ্চ নিরাপত্তা নিশ্চিত করতে হবে। ভোটারদের নিরাপদে কেন্দ্রে আসা যাওয়ার পরিবেশ তৈরি করা হবে এবং কোনো ধরনের বিশৃঙ্খলা বরদাশত করা হবে না। সংশ্লিষ্ট কর্মকর্তারা জানান, প্রতিটি কেন্দ্রে পর্যাপ্ত সংখ্যক পুলিশ, আনসার ও অন্যান্য বাহিনীর সদস্য মোতায়েন থাকবে। ঝুঁকিপূর্ণ কেন্দ্রগুলোতে বাড়তি নজরদারি রাখা হবে। নির্বাচন কমিশন ও আইনশৃঙ্খলা বাহিনীর সদস্যদের সঙ্গে সমন্বয় করে ভোটকেন্দ্রে সর্বোচ্চ নিরাপত্তা নিশ্চিত করতে হবে। ভোটারদের নিরাপদে কেন্দ্রে আসা যাওয়ার পরিবেশ তৈরি করা হবে এবং কোনো ধরনের বিশৃঙ্খলা বরদাশত করা হবে না। সংশ্লিষ্ট কর্মকর্তারা জানান, প্রতিটি কেন্দ্রে পর্যাপ্ত সংখ্যক পুলিশ, আনসার ও অন্যান্য বাহিনীর সদস্য মোতায়েন থাকবে। ঝুঁকিপূর্ণ কেন্দ্রগুলোতে বাড়তি নজরদারি রাখা হবে। নির্বাচন কমিশন ও আইনশৃঙ্খলা বাহিনীর সদস্যদের সঙ্গে সমন্বয় করে ভোটকেন্দ্রে সর্বোচ্চ নিরাপত্তা নিশ্চিত করতে হবে। ভোটারদের নিরাপদে কেন্দ্রে আসা যাওয়ার পরিবেশ তৈরি করা হবে এবং কোনো ধরনের বিশৃঙ্খলা বরদাশত করা হবে না। সংশ্লিষ্ট কর্মকর্তারা জানান, প্রতিটি কেন্দ্রে পর্যাপ্ত সংখ্যক পুলিশ, আনসার ও অন্যান্য বাহিনীর সদস্য মোতায়েন থাকবে। ঝুঁকিপূর্ণ কেন্দ্রগুলোতে বাড়তি নজরদারি রাখা হবে।	[4, 1213, 99, 1349]
article-byline: (প্রথম পাতার পর)	[278, 1073, 305, 1077]
section-title: খবর	[199, 5, 228, 23]
article-byline: (প্রথম পাতার পর)	[38, 1367, 65, 1372]
article-byline: (প্রথম পাতার পর)	[278, 1279, 305, 1284]
article-byline: (প্রথম পাতার পর)	[126, 1255, 152, 1260]
article-7	[103, 399, 175, 1231]
article-headline: গণভোটের জয় পেয়ে	[260, 580, 323, 589]
column-5	[332, 32, 423, 2029]
article-headline: ভারতীয় মিডিয়া ও আ.লীগ	[112, 1236, 167, 1253]
article-continuation: নির্বাচন কমিশন ও আইনশৃঙ্খলা বাহিনীর সদস্যদের সঙ্গে সমন্বয় করে ভোটকেন্দ্রে সর্বোচ্চ নিরাপত্তা নিশ্চিত করতে হবে। ভোটারদের নিরাপদে কেন্দ্রে আসা যাওয়ার পরিবেশ তৈরি করা হবে এবং কোনো ধরনের বিশৃঙ্খলা বরদাশত করা হবে না। সংশ্লিষ্ট কর্মকর্তারা জানান, প্রতিটি কেন্দ্রে পর্যাপ্ত সংখ্যক পুলিশ, আনসার ও অন্যান্য বাহিনীর সদস্য মোতায়েন থাকবে। ঝুঁকিপূর্ণ কেন্দ্রগুলোতে বাড়তি নজরদারি রাখা হবে। নির্বাচন কমিশন ও আইনশৃঙ্খলা বাহিনীর সদস্যদের সঙ্গে সমন্বয় করে ভোটকেন্দ্রে সর্বোচ্চ নিরাপত্তা নিশ্চিত করতে হবে। ভোটারদের নিরাপদে কেন্দ্রে আসা যাওয়ার পরিবেশ তৈরি করা হবে এবং কোনো ধরনের বিশৃঙ্খলা বরদাশত করা হবে না। সংশ্লিষ্ট কর্মকর্তারা জানান, প্রতিটি কেন্দ্রে পর্যাপ্ত সংখ্যক পুলিশ, আনসার ও অন্যান্য বাহিনীর সদস্য মোতায়েন থাকবে। ঝুঁকিপূর্ণ কেন্দ্রগুলোতে বাড়তি নজরদারি রাখা হবে। নির্বাচন কমিশন ও আইনশৃঙ্খলা বাহিনীর সদস্যদের সঙ্গে সমন্বয় করে ভোটকেন্দ্রে সর্বোচ্চ নিরাপত্তা নিশ্চিত করতে হবে। ভোটারদের নিরাপদে কেন্দ্রে আসা যাওয়ার পরিবেশ তৈরি করা হবে এবং কোনো ধরনের বিশৃঙ্খলা বরদাশত করা হবে না। সংশ্লিষ্ট কর্মকর্তারা জানান, প্রতিটি কেন্দ্রে পর্যাপ্ত সংখ্যক পুলিশ, আনসার ও অন্যান্য বাহিনীর সদস্য মোতায়েন থাকবে। ঝুঁকিপূর্ণ কেন্দ্রগুলোতে বাড়তি নজরদারি রাখা হবে।	[332, 32, 423, 141]
article-body: নির্বাচন কমিশন ও আইনশৃঙ্খলা বাহিনীর সদস্যদের সঙ্গে সমন্বয় করে ভোটকেন্দ্রে সর্বোচ্চ নিরাপত্তা নিশ্চিত করতে হবে। ভোটারদের নিরাপদে কেন্দ্রে আসা যাওয়ার পরিবেশ তৈরি করা হবে এবং কোনো ধরনের বিশৃঙ্খলা বরদাশত করা হবে না। সংশ্লিষ্ট কর্মকর্তারা জানান, প্রতিটি কেন্দ্রে পর্যাপ্ত সংখ্যক পুলিশ, আনসার ও অন্যান্য বাহিনীর সদস্য মোতায়েন থাকবে। ঝুঁকিপূর্ণ কেন্দ্রগুলোতে বাড়তি নজরদারি রাখা হবে। নির্বাচন কমিশন ও আইনশৃঙ্খলা বাহিনীর সদস্যদের সঙ্গে সমন্বয় করে ভোটকেন্দ্রে সর্বোচ্চ নিরাপত্তা নিশ্চিত করতে হবে। ভোটারদের নিরাপদে কেন্দ্রে আসা যাওয়ার পরিবেশ তৈরি করা হবে এবং কোনো ধরনের বিশৃঙ্খলা বরদাশত করা হবে না। সংশ্লিষ্ট কর্মকর্তারা জানান, প্রতিটি কেন্দ্রে পর্যাপ্ত সংখ্যক পুলিশ, আনসার ও অন্যান্য বাহিনীর সদস্য মোতায়েন থাকবে। ঝুঁকিপূর্ণ কেন্দ্রগুলোতে বাড়তি নজরদারি রাখা হবে।	[4, 1374, 99, 1442]
article-17	[256, 2046, 328, 2522]
article-body: নির্বাচন কমিশন ও আইনশৃঙ্খলা বাহিনীর সদস্যদের সঙ্গে সমন্বয় করে ভোটকেন্দ্রে সর্বোচ্চ নিরাপত্তা নিশ্চিত করতে হবে। ভোটারদের নিরাপদে কেন্দ্রে আসা যাওয়ার পরিবেশ তৈরি করা হবে এবং কোনো ধরনের বিশৃঙ্খলা বরদাশত করা হবে না। সংশ্লিষ্ট কর্মকর্তারা জানান, প্রতিটি কেন্দ্রে পর্যাপ্ত সংখ্যক পুলিশ, আনসার ও অন্যান্য বাহিনীর সদস্য মোতায়েন থাকবে। ঝুঁকিপূর্ণ কেন্দ্রগুলোতে বাড়তি নজরদারি রাখা হবে। নির্বাচন কমিশন ও আইনশৃঙ্খলা বাহিনীর সদস্যদের সঙ্গে সমন্বয় করে ভোটকেন্দ্রে সর্বোচ্চ নিরাপত্তা নিশ্চিত করতে হবে। ভোটারদের নিরাপদে কেন্দ্রে আসা যাওয়ার পরিবেশ তৈরি করা হবে এবং কোনো ধরনের বিশৃঙ্খলা বরদাশত করা হবে না। সংশ্লিষ্ট কর্মকর্তারা জানান, প্রতিটি কেন্দ্রে পর্যাপ্ত সংখ্যক পুলিশ, আনসার ও অন্যান্য বাহিনীর সদস্য মোতায়েন থাকবে। ঝুঁকিপূর্ণ কেন্দ্রগুলোতে বাড়তি নজরদারি রাখা হবে। নির্বাচন কমিশন ও আইনশৃঙ্খলা বাহিনীর সদস্যদের সঙ্গে সমন্বয় করে ভোটকেন্দ্রে সর্বোচ্চ নিরাপত্তা নিশ্চিত করতে হবে। ভোটারদের নিরাপদে কেন্দ্রে আসা যাওয়ার পরিবেশ তৈরি করা হবে এবং কোনো ধরনের বিশৃঙ্খলা বরদাশত করা হবে না। সংশ্লিষ্ট কর্মকর্তারা জানান, প্রতিটি কেন্দ্রে পর্যাপ্ত সংখ্যক পুলিশ, আনসার ও অন্যান্য বাহিনীর সদস্য মোতায়েন থাকবে। ঝুঁকিপূর্ণ কেন্দ্রগুলোতে বাড়তি নজরদারি রাখা হবে। নির্বাচন কমিশন ও আইনশৃঙ্খলা বাহিনীর সদস্যদের সঙ্গে সমন্বয় করে ভোটকেন্দ্রে সর্বোচ্চ নিরাপত্তা নিশ্চিত করতে হবে। ভোটারদের নিরাপদে কেন্দ্রে আসা যাওয়ার পরিবেশ তৈরি করা হবে এবং কোনো ধরনের বিশৃঙ্খলা বরদাশত করা হবে না। সংশ্লিষ্ট কর্মকর্তারা জানান, প্রতিটি কেন্দ্রে পর্যাপ্ত সংখ্যক পুলিশ, আনসার ও অন্যান্য বাহিনীর সদস্য মোতায়েন থাকবে। ঝুঁকিপূর্ণ কেন্দ্রগুলোতে বাড়তি নজরদারি রাখা হবে। নির্বাচন কমিশন ও আইনশৃঙ্খলা বাহিনীর সদস্যদের সঙ্গে সমন্বয় করে ভোটকেন্দ্রে সর্বোচ্চ নিরাপত্তা নিশ্চিত করতে হবে। ভোটারদের নিরাপদে কেন্দ্রে আসা যাওয়ার পরিবেশ তৈরি করা হবে এবং কোনো ধরনের বিশৃঙ্খলা বরদাশত করা হবে না। সংশ্লিষ্ট কর্মকর্তারা জানান, প্রতিটি কেন্দ্রে পর্যাপ্ত সংখ্যক পুলিশ, আনসার ও অন্যান্য বাহিনীর সদস্য মোতায়েন থাকবে। ঝুঁকিপূর্ণ কেন্দ্রগুলোতে বাড়তি নজরদারি রাখা হবে। নির্বাচন কমিশন ও আইনশৃঙ্খলা বাহিনীর সদস্যদের সঙ্গে সমন্বয় করে ভোটকেন্দ্রে সর্বোচ্চ নিরাপত্তা নিশ্চিত করতে হবে। ভোটারদের নিরাপদে কেন্দ্রে আসা যাওয়ার পরিবেশ তৈরি করা হবে এবং কোনো ধরনের বিশৃঙ্খলা বরদাশত করা হবে না। সংশ্লিষ্ট কর্মকর্তারা জানান, প্রতিটি কেন্দ্রে পর্যাপ্ত সংখ্যক পুলিশ, আনসার ও অন্যান্য বাহিনীর সদস্য মোতায়েন থাকবে। ঝুঁকিপূর্ণ কেন্দ্রগুলোতে বাড়তি নজরদারি রাখা হবে। নির্বাচন কমিশন ও আইনশৃঙ্খলা বাহিনীর সদস্যদের সঙ্গে সমন্বয় করে ভোটকেন্দ্রে সর্বোচ্চ নিরাপত্তা নিশ্চিত করতে হবে। ভোটারদের নিরাপদে কেন্দ্রে আসা যাওয়ার পরিবেশ তৈরি করা হবে এবং কোনো ধরনের বিশৃঙ্খলা বরদাশত করা হবে না। সংশ্লিষ্ট কর্মকর্তারা জানান, প্রতিটি কেন্দ্রে পর্যাপ্ত সংখ্যক পুলিশ, আনসার ও অন্যান্য বাহিনীর সদস্য মোতায়েন থাকবে। ঝুঁকিপূর্ণ কেন্দ্রগুলোতে বাড়তি নজরদারি রাখা হবে। নির্বাচন কমিশন ও আইনশৃঙ্খলা বাহিনীর সদস্যদের সঙ্গে সমন্বয় করে ভোটকেন্দ্রে সর্বোচ্চ নিরাপত্তা নিশ্চিত করতে হবে। ভোটারদের নিরাপদে কেন্দ্রে আসা যাওয়ার পরিবেশ তৈরি করা হবে এবং কোনো ধরনের বিশৃঙ্খলা বরদাশত করা হবে না। সংশ্লিষ্ট কর্মকর্তারা জানান, প্রতিটি কেন্দ্রে পর্যাপ্ত সংখ্যক পুলিশ, আনসার ও অন্যান্য বাহিনীর সদস্য মোতায়েন থাকবে। ঝুঁকিপূর্ণ কেন্দ্রগুলোতে বাড়তি নজরদারি রাখা হবে।	[256, 1286, 328, 1647]
article-2	[4, 564, 99, 756]
article-headline: স্বপ্ন পরি শবে বরাত	[19, 564, 84, 575]
article-continuation: নির্বাচন কমিশন ও আইনশৃঙ্খলা বাহিনীর সদস্যদের সঙ্গে সমন্বয় করে ভোটকেন্দ্রে সর্বোচ্চ নিরাপত্তা নিশ্চিত করতে হবে। ভোটারদের নিরাপদে কেন্দ্রে আসা যাওয়ার পরিবেশ তৈরি করা হবে এবং কোনো ধরনের বিশৃঙ্খলা বরদাশত করা হবে না। সংশ্লিষ্ট কর্মকর্তারা জানান, প্রতিটি কেন্দ্রে পর্যাপ্ত সংখ্যক পুলিশ, আনসার ও অন্যান্য বাহিনীর সদস্য মোতায়েন থাকবে। ঝুঁকিপূর্ণ কেন্দ্রগুলোতে বাড়তি নজরদারি রাখা হবে। নির্বাচন কমিশন ও আইনশৃঙ্খলা বাহিনীর সদস্যদের সঙ্গে সমন্বয় করে ভোটকেন্দ্রে সর্বোচ্চ নিরাপত্তা নিশ্চিত করতে হবে। ভোটারদের নিরাপদে কেন্দ্রে আসা যাওয়ার পরিবেশ তৈরি করা হবে এবং কোনো ধরনের বিশৃঙ্খলা বরদাশত করা হবে না। সংশ্লিষ্ট কর্মকর্তারা জানান, প্রতিটি কেন্দ্রে পর্যাপ্ত সংখ্যক পুলিশ, আনসার ও অন্যান্য বাহিনীর সদস্য মোতায়েন থাকবে। ঝুঁকিপূর্ণ কেন্দ্রগুলোতে বাড়তি নজরদারি রাখা হবে। নির্বাচন কমিশন ও আইনশৃঙ্খলা বাহিনীর সদস্যদের সঙ্গে সমন্বয় করে ভোটকেন্দ্রে সর্বোচ্চ নিরাপত্তা নিশ্চিত করতে হবে। ভোটারদের নিরাপদে কেন্দ্রে আসা যাওয়ার পরিবেশ তৈরি করা হবে এবং কোনো ধরনের বিশৃঙ্খলা বরদাশত করা হবে না। সংশ্লিষ্ট কর্মকর্তারা জানান, প্রতিটি কেন্দ্রে পর্যাপ্ত সংখ্যক পুলিশ, আনসার ও অন্যান্য বাহিনীর সদস্য মোতায়েন থাকবে। ঝুঁকিপূর্ণ কেন্দ্রগুলোতে বাড়তি নজরদারি রাখা হবে। নির্বাচন কমিশন ও আইনশৃঙ্খলা বাহিনীর সদস্যদের সঙ্গে সমন্বয় করে ভোটকেন্দ্রে সর্বোচ্চ নিরাপত্তা নিশ্চিত করতে হবে। ভোটারদের নিরাপদে কেন্দ্রে আসা যাওয়ার পরিবেশ তৈরি করা হবে এবং কোনো ধরনের বিশৃঙ্খলা বরদাশত করা হবে না। সংশ্লিষ্ট কর্মকর্তারা জানান, প্রতিটি কেন্দ্রে পর্যাপ্ত সংখ্যক পুলিশ, আনসার ও অন্যান্য বাহিনীর সদস্য মোতায়েন থাকবে। ঝুঁকিপূর্ণ কেন্দ্রগুলোতে বাড়তি নজরদারি রাখা হবে। নির্বাচন কমিশন ও আইনশৃঙ্খলা বাহিনীর সদস্যদের সঙ্গে সমন্বয় করে ভোটকেন্দ্রে সর্বোচ্চ নিরাপত্তা নিশ্চিত করতে হবে। ভোটারদের নিরাপদে কেন্দ্রে আসা যাওয়ার পরিবেশ তৈরি করা হবে এবং কোনো ধরনের বিশৃঙ্খলা বরদাশত করা হবে না। সংশ্লিষ্ট কর্মকর্তারা জানান, প্রতিটি কেন্দ্রে পর্যাপ্ত সংখ্যক পুলিশ, আনসার ও অন্যান্য বাহিনীর সদস্য মোতায়েন থাকবে। ঝুঁকিপূর্ণ কেন্দ্রগুলোতে বাড়তি নজরদারি রাখা হবে। নির্বাচন কমিশন ও আইনশৃঙ্খলা বাহিনীর সদস্যদের সঙ্গে সমন্বয় করে ভোটকেন্দ্রে সর্বোচ্চ নিরাপত্তা নিশ্চিত করতে হবে। ভোটারদের নিরাপদে কেন্দ্রে আসা যাওয়ার পরিবেশ তৈরি করা হবে এবং কোনো ধরনের বিশৃঙ্খলা বরদাশত করা হবে না। সংশ্লিষ্ট কর্মকর্তারা জানান, প্রতিটি কেন্দ্রে পর্যাপ্ত সংখ্যক পুলিশ, আনসার ও অন্যান্য বাহিনীর সদস্য মোতায়েন থাকবে। ঝুঁকিপূর্ণ কেন্দ্রগুলোতে বাড়তি নজরদারি রাখা হবে। নির্বাচন কমিশন ও আইনশৃঙ্খলা বাহিনীর সদস্যদের সঙ্গে সমন্বয় করে ভোটকেন্দ্রে সর্বোচ্চ নিরাপত্তা নিশ্চিত করতে হবে। ভোটারদের নিরাপদে কেন্দ্রে আসা যাওয়ার পরিবেশ তৈরি করা হবে এবং কোনো ধরনের বিশৃঙ্খলা বরদাশত করা হবে না। সংশ্লিষ্ট কর্মকর্তারা জানান, প্রতিটি কেন্দ্রে পর্যাপ্ত সংখ্যক পুলিশ, আনসার ও অন্যান্য বাহিনীর সদস্য মোতায়েন থাকবে। ঝুঁকিপূর্ণ কেন্দ্রগুলোতে বাড়তি নজরদারি রাখা হবে। নির্বাচন কমিশন ও আইনশৃঙ্খলা বাহিনীর সদস্যদের সঙ্গে সমন্বয় করে ভোটকেন্দ্রে সর্বোচ্চ নিরাপত্তা নিশ্চিত করতে হবে। ভোটারদের নিরাপদে কেন্দ্রে আসা যাওয়ার পরিবেশ তৈরি করা হবে এবং কোনো ধরনের বিশৃঙ্খলা বরদাশত করা হবে না। সংশ্লিষ্ট কর্মকর্তারা জানান, প্রতিটি কেন্দ্রে পর্যাপ্ত সংখ্যক পুলিশ, আনসার ও অন্যান্য বাহিনীর সদস্য মোতায়েন থাকবে। ঝুঁকিপূর্ণ কেন্দ্রগুলোতে বাড়তি নজরদারি রাখা হবে।	[103, 32, 175, 392]
page-header	[0, 0, 427, 28]
article-13	[256, 758, 328, 1048]
article-body: নির্বাচন কমিশন ও আইনশৃঙ্খলা বাহিনীর সদস্যদের সঙ্গে সমন্বয় করে ভোটকেন্দ্রে সর্বোচ্চ নিরাপত্তা নিশ্চিত করতে হবে। ভোটারদের নিরাপদে কেন্দ্রে আসা যাওয়ার পরিবেশ তৈরি করা হবে এবং কোনো ধরনের বিশৃঙ্খলা বরদাশত করা হবে না। সংশ্লিষ্ট কর্মকর্তারা জানান, প্রতিটি কেন্দ্রে পর্যাপ্ত সংখ্যক পুলিশ, আনসার ও অন্যান্য বাহিনীর সদস্য মোতায়েন থাকবে। ঝুঁকিপূর্ণ কেন্দ্রগুলোতে বাড়তি নজরদারি রাখা হবে। নির্বাচন কমিশন ও আইনশৃঙ্খলা বাহিনীর সদস্যদের সঙ্গে সমন্বয় করে ভোটকেন্দ্রে সর্বোচ্চ নিরাপত্তা নিশ্চিত করতে হবে। ভোটারদের নিরাপদে কেন্দ্রে আসা যাওয়ার পরিবেশ তৈরি করা হবে এবং কোনো ধরনের বিশৃঙ্খলা বরদাশত করা হবে না। সংশ্লিষ্ট কর্মকর্তারা জানান, প্রতিটি কেন্দ্রে পর্যাপ্ত সংখ্যক পুলিশ, আনসার ও অন্যান্য বাহিনীর সদস্য মোতায়েন থাকবে। ঝুঁকিপূর্ণ কেন্দ্রগুলোতে বাড়তি নজরদারি রাখা হবে। নির্বাচন কমিশন ও আইনশৃঙ্খলা বাহিনীর সদস্যদের সঙ্গে সমন্বয় করে ভোটকেন্দ্রে সর্বোচ্চ নিরাপত্তা নিশ্চিত করতে হবে। ভোটারদের নিরাপদে কেন্দ্রে আসা যাওয়ার পরিবেশ তৈরি করা হবে এবং কোনো ধরনের বিশৃঙ্খলা বরদাশত করা হবে না। সংশ্লিষ্ট কর্মকর্তারা জানান, প্রতিটি কেন্দ্রে পর্যাপ্ত সংখ্যক পুলিশ, আনসার ও অন্যান্য বাহিনীর সদস্য মোতায়েন থাকবে। ঝুঁকিপূর্ণ কেন্দ্রগুলোতে বাড়তি নজরদারি রাখা হবে। নির্বাচন কমিশন ও আইনশৃঙ্খলা বাহিনীর সদস্যদের সঙ্গে সমন্বয় করে ভোটকেন্দ্রে সর্বোচ্চ নিরাপত্তা নিশ্চিত করতে হবে। ভোটারদের নিরাপদে কেন্দ্রে আসা যাওয়ার পরিবেশ তৈরি করা হবে এবং কোনো ধরনের বিশৃঙ্খলা বরদাশত করা হবে না। সংশ্লিষ্ট কর্মকর্তারা জানান, প্রতিটি কেন্দ্রে পর্যাপ্ত সংখ্যক পুলিশ, আনসার ও অন্যান্য বাহিনীর সদস্য মোতায়েন থাকবে। ঝুঁকিপূর্ণ কেন্দ্রগুলোতে বাড়তি নজরদারি রাখা হবে। নির্বাচন কমিশন ও আইনশৃঙ্খলা বাহিনীর সদস্যদের সঙ্গে সমন্বয় করে ভোটকেন্দ্রে সর্বোচ্চ নিরাপত্তা নিশ্চিত করতে হবে। ভোটারদের নিরাপদে কেন্দ্রে আসা যাওয়ার পরিবেশ তৈরি করা হবে এবং কোনো ধরনের বিশৃঙ্খলা বরদাশত করা হবে না। সংশ্লিষ্ট কর্মকর্তারা জানান, প্রতিটি কেন্দ্রে পর্যাপ্ত সংখ্যক পুলিশ, আনসার ও অন্যান্য বাহিনীর সদস্য মোতায়েন থাকবে। ঝুঁকিপূর্ণ কেন্দ্রগুলোতে বাড়তি নজরদারি রাখা হবে। নির্বাচন কমিশন ও আইনশৃঙ্খলা বাহিনীর সদস্যদের সঙ্গে সমন্বয় করে ভোটকেন্দ্রে সর্বোচ্চ নিরাপত্তা নিশ্চিত করতে হবে। ভোটারদের নিরাপদে কেন্দ্রে আসা যাওয়ার পরিবেশ তৈরি করা হবে এবং কোনো ধরনের বিশৃঙ্খলা বরদাশত করা হবে না। সংশ্লিষ্ট কর্মকর্তারা জানান, প্রতিটি কেন্দ্রে পর্যাপ্ত সংখ্যক পুলিশ, আনসার ও অন্যান্য বাহিনীর সদস্য মোতায়েন থাকবে। ঝুঁকিপূর্ণ কেন্দ্রগুলোতে বাড়তি নজরদারি রাখা হবে। নির্বাচন কমিশন ও আইনশৃঙ্খলা বাহিনীর সদস্যদের সঙ্গে সমন্বয় করে ভোটকেন্দ্রে সর্বোচ্চ নিরাপত্তা নিশ্চিত করতে হবে। ভোটারদের নিরাপদে কেন্দ্রে আসা যাওয়ার পরিবেশ তৈরি করা হবে এবং কোনো ধরনের বিশৃঙ্খলা বরদাশত করা হবে না। সংশ্লিষ্ট কর্মকর্তারা জানান, প্রতিটি কেন্দ্রে পর্যাপ্ত সংখ্যক পুলিশ, আনসার ও অন্যান্য বাহিনীর সদস্য মোতায়েন থাকবে। ঝুঁকিপূর্ণ কেন্দ্রগুলোতে বাড়তি নজরদারি রাখা হবে। নির্বাচন কমিশন ও আইনশৃঙ্খলা বাহিনীর সদস্যদের সঙ্গে সমন্বয় করে ভোটকেন্দ্রে সর্বোচ্চ নিরাপত্তা নিশ্চিত করতে হবে। ভোটারদের নিরাপদে কেন্দ্রে আসা যাওয়ার পরিবেশ তৈরি করা হবে এবং কোনো ধরনের বিশৃঙ্খলা বরদাশত করা হবে না। সংশ্লিষ্ট কর্মকর্তারা জানান, প্রতিটি কেন্দ্রে পর্যাপ্ত সংখ্যক পুলিশ, আনসার ও অন্যান্য বাহিনীর সদস্য মোতায়েন থাকবে। ঝুঁকিপূর্ণ কেন্দ্রগুলোতে বাড়তি নজরদারি রাখা হবে। নির্বাচন কমিশন ও আইনশৃঙ্খলা বাহিনীর সদস্যদের সঙ্গে সমন্বয় করে ভোটকেন্দ্রে সর্বোচ্চ নিরাপত্তা নিশ্চিত করতে হবে। ভোটারদের নিরাপদে কেন্দ্রে আসা যাওয়ার পরিবেশ তৈরি করা হবে এবং কোনো ধরনের বিশৃঙ্খলা বরদাশত করা হবে না। সংশ্লিষ্ট কর্মকর্তারা জানান, প্রতিটি কেন্দ্রে পর্যাপ্ত সংখ্যক পুলিশ, আনসার ও অন্যান্য বাহিনীর সদস্য মোতায়েন থাকবে। ঝুঁকিপূর্ণ কেন্দ্রগুলোতে বাড়তি নজরদারি রাখা হবে। নির্বাচন কমিশন ও আইনশৃঙ্খলা বাহিনীর সদস্যদের সঙ্গে সমন্বয় করে ভোটকেন্দ্রে সর্বোচ্চ নিরাপত্তা নিশ্চিত করতে হবে। ভোটারদের নিরাপদে কেন্দ্রে আসা যাওয়ার পরিবেশ তৈরি করা হবে এবং কোনো ধরনের বিশৃঙ্খলা বরদাশত করা হবে না। সংশ্লিষ্ট কর্মকর্তারা জানান, প্রতিটি কেন্দ্রে পর্যাপ্ত সংখ্যক পুলিশ, আনসার ও অন্যান্য বাহিনীর সদস্য মোতায়েন থাকবে। ঝুঁকিপূর্ণ কেন্দ্রগুলোতে বাড়তি নজরদারি রাখা হবে।	[332, 371, 423, 737]
article-body: নির্বাচন কমিশন ও আইনশৃঙ্খলা বাহিনীর সদস্যদের সঙ্গে সমন্বয় করে ভোটকেন্দ্রে সর্বোচ্চ নিরাপত্তা নিশ্চিত করতে হবে। ভোটারদের নিরাপদে কেন্দ্রে আসা যাওয়ার পরিবেশ তৈরি করা হবে এবং কোনো ধরনের বিশৃঙ্খলা বরদাশত করা হবে না। সংশ্লিষ্ট কর্মকর্তারা জানান, প্রতিটি কেন্দ্রে পর্যাপ্ত সংখ্যক পুলিশ, আনসার ও অন্যান্য বাহিনীর সদস্য মোতায়েন থাকবে। ঝুঁকিপূর্ণ কেন্দ্রগুলোতে বাড়তি নজরদারি রাখা হবে। নির্বাচন কমিশন ও আইনশৃঙ্খলা বাহিনীর সদস্যদের সঙ্গে সমন্বয় করে ভোটকেন্দ্রে সর্বোচ্চ নিরাপত্তা নিশ্চিত করতে হবে। ভোটারদের নিরাপদে কেন্দ্রে আসা যাওয়ার পরিবেশ তৈরি করা হবে এবং কোনো ধরনের বিশৃঙ্খলা বরদাশত করা হবে না। সংশ্লিষ্ট কর্মকর্তারা জানান, প্রতিটি কেন্দ্রে পর্যাপ্ত সংখ্যক পুলিশ, আনসার ও অন্যান্য বাহিনীর সদস্য মোতায়েন থাকবে। ঝুঁকিপূর্ণ কেন্দ্রগুলোতে বাড়তি নজরদারি রাখা হবে। নির্বাচন কমিশন ও আইনশৃঙ্খলা বাহিনীর সদস্যদের সঙ্গে সমন্বয় করে ভোটকেন্দ্রে সর্বোচ্চ নিরাপত্তা নিশ্চিত করতে হবে। ভোটারদের নিরাপদে কেন্দ্রে আসা যাওয়ার পরিবেশ তৈরি করা হবে এবং কোনো ধরনের বিশৃঙ্খলা বরদাশত করা হবে না। সংশ্লিষ্ট কর্মকর্তারা জানান, প্রতিটি কেন্দ্রে পর্যাপ্ত সংখ্যক পুলিশ, আনসার ও অন্যান্য বাহিনীর সদস্য মোতায়েন থাকবে। ঝুঁকিপূর্ণ কেন্দ্রগুলোতে বাড়তি নজরদারি রাখা হবে। নির্বাচন কমিশন ও আইনশৃঙ্খলা বাহিনীর সদস্যদের সঙ্গে সমন্বয় করে ভোটকেন্দ্রে সর্বোচ্চ নিরাপত্তা নিশ্চিত করতে হবে। ভোটারদের নিরাপদে কেন্দ্রে আসা যাওয়ার পরিবেশ তৈরি করা হবে এবং কোনো ধরনের বিশৃঙ্খলা বরদাশত করা হবে না। সংশ্লিষ্ট কর্মকর্তারা জানান, প্রতিটি কেন্দ্রে পর্যাপ্ত সংখ্যক পুলিশ, আনসার ও অন্যান্য বাহিনীর সদস্য মোতায়েন থাকবে। ঝুঁকিপূর্ণ কেন্দ্রগুলোতে বাড়তি নজরদারি রাখা হবে। নির্বাচন কমিশন ও আইনশৃঙ্খলা বাহিনীর সদস্যদের সঙ্গে সমন্বয় করে ভোটকেন্দ্রে সর্বোচ্চ নিরাপত্তা নিশ্চিত করতে হবে। ভোটারদের নিরাপদে কেন্দ্রে আসা যাওয়ার পরিবেশ তৈরি করা হবে এবং কোনো ধরনের বিশৃঙ্খলা বরদাশত করা হবে না। সংশ্লিষ্ট কর্মকর্তারা জানান, প্রতিটি কেন্দ্রে পর্যাপ্ত সংখ্যক পুলিশ, আনসার ও অন্যান্য বাহিনীর সদস্য মোতায়েন থাকবে। ঝুঁকিপূর্ণ কেন্দ্রগুলোতে বাড়তি নজরদারি রাখা হবে।	[332, 165, 423, 347]
article-headline: নির্বাচনে লেভেল প্লেয়িং	[181, 130, 250, 140]
article-body: নির্বাচন কমিশন ও আইনশৃঙ্খলা বাহিনীর সদস্যদের সঙ্গে সমন্বয় করে ভোটকেন্দ্রে সর্বোচ্চ নিরাপত্তা নিশ্চিত করতে হবে। ভোটারদের নিরাপদে কেন্দ্রে আসা যাওয়ার পরিবেশ তৈরি করা হবে এবং কোনো ধরনের বিশৃঙ্খলা বরদাশত করা হবে না। সংশ্লিষ্ট কর্মকর্তারা জানান, প্রতিটি কেন্দ্রে পর্যাপ্ত সংখ্যক পুলিশ, আনসার ও অন্যান্য বাহিনীর সদস্য মোতায়েন থাকবে। ঝুঁকিপূর্ণ কেন্দ্রগুলোতে বাড়তি নজরদারি রাখা হবে। নির্বাচন কমিশন ও আইনশৃঙ্খলা বাহিনীর সদস্যদের সঙ্গে সমন্বয় করে ভোটকেন্দ্রে সর্বোচ্চ নিরাপত্তা নিশ্চিত করতে হবে। ভোটারদের নিরাপদে কেন্দ্রে আসা যাওয়ার পরিবেশ তৈরি করা হবে এবং কোনো ধরনের বিশৃঙ্খলা বরদাশত করা হবে না। সংশ্লিষ্ট কর্মকর্তারা জানান, প্রতিটি কেন্দ্রে পর্যাপ্ত সংখ্যক পুলিশ, আনসার ও অন্যান্য বাহিনীর সদস্য মোতায়েন থাকবে। ঝুঁকিপূর্ণ কেন্দ্রগুলোতে বাড়তি নজরদারি রাখা হবে। নির্বাচন কমিশন ও আইনশৃঙ্খলা বাহিনীর সদস্যদের সঙ্গে সমন্বয় করে ভোটকেন্দ্রে সর্বোচ্চ নিরাপত্তা নিশ্চিত করতে হবে। ভোটারদের নিরাপদে কেন্দ্রে আসা যাওয়ার পরিবেশ তৈরি করা হবে এবং কোনো ধরনের বিশৃঙ্খলা বরদাশত করা হবে না। সংশ্লিষ্ট কর্মকর্তারা জানান, প্রতিটি কেন্দ্রে পর্যাপ্ত সংখ্যক পুলিশ, আনসার ও অন্যান্য বাহিনীর সদস্য মোতায়েন থাকবে। ঝুঁকিপূর্ণ কেন্দ্রগুলোতে বাড়তি নজরদারি রাখা হবে। নির্বাচন কমিশন ও আইনশৃঙ্খলা বাহিনীর সদস্যদের সঙ্গে সমন্বয় করে ভোটকেন্দ্রে সর্বোচ্চ নিরাপত্তা নিশ্চিত করতে হবে। ভোটারদের নিরাপদে কেন্দ্রে আসা যাওয়ার পরিবেশ তৈরি করা হবে এবং কোনো ধরনের বিশৃঙ্খলা বরদাশত করা হবে না। সংশ্লিষ্ট কর্মকর্তারা জানান, প্রতিটি কেন্দ্রে পর্যাপ্ত সংখ্যক পুলিশ, আনসার ও অন্যান্য বাহিনীর সদস্য মোতায়েন থাকবে। ঝুঁকিপূর্ণ কেন্দ্রগুলোতে বাড়তি নজরদারি রাখা হবে।	[256, 1079, 328, 1262]
article-18	[332, 147, 423, 348]
article-headline: ভোটকেন্দ্রে সর্বোচ্চ নিরাপত্তা নিশ্চিতের নির্দেশ ডিএমপি কমিশনারের	[12, 33, 90, 81]
article-byline: (প্রথম পাতার পর)	[202, 1228, 229, 1233]
article-headline: ১২ জানুয়ারি ফ্যাসিবাদকে	[196, 1208, 234, 1226]
article-byline: (প্রথম পাতার পর)	[38, 1207, 65, 1212]
article-body: নির্বাচন কমিশন ও আইনশৃঙ্খলা বাহিনীর সদস্যদের সঙ্গে সমন্বয় করে ভোটকেন্দ্রে সর্বোচ্চ নিরাপত্তা নিশ্চিত করতে হবে। ভোটারদের নিরাপদে কেন্দ্রে আসা যাওয়ার পরিবেশ তৈরি করা হবে এবং কোনো ধরনের বিশৃঙ্খলা বরদাশত করা হবে না। সংশ্লিষ্ট কর্মকর্তারা জানান, প্রতিটি কেন্দ্রে পর্যাপ্ত সংখ্যক পুলিশ, আনসার ও অন্যান্য বাহিনীর সদস্য মোতায়েন থাকবে। ঝুঁকিপূর্ণ কেন্দ্রগুলোতে বাড়তি নজরদারি রাখা হবে। নির্বাচন কমিশন ও আইনশৃঙ্খলা বাহিনীর সদস্যদের সঙ্গে সমন্বয় করে ভোটকেন্দ্রে সর্বোচ্চ নিরাপত্তা নিশ্চিত করতে হবে। ভোটারদের নিরাপদে কেন্দ্রে আসা যাওয়ার পরিবেশ তৈরি করা হবে এবং কোনো ধরনের বিশৃঙ্খলা বরদাশত করা হবে না। সংশ্লিষ্ট কর্মকর্তারা জানান, প্রতিটি কেন্দ্রে পর্যাপ্ত সংখ্যক পুলিশ, আনসার ও অন্যান্য বাহিনীর সদস্য মোতায়েন থাকবে। ঝুঁকিপূর্ণ কেন্দ্রগুলোতে বাড়তি নজরদারি রাখা হবে। নির্বাচন কমিশন ও আইনশৃঙ্খলা বাহিনীর সদস্যদের সঙ্গে সমন্বয় করে ভোটকেন্দ্রে সর্বোচ্চ নিরাপত্তা নিশ্চিত করতে হবে। ভোটারদের নিরাপদে কেন্দ্রে আসা যাওয়ার পরিবেশ তৈরি করা হবে এবং কোনো ধরনের বিশৃঙ্খলা বরদাশত করা হবে না। সংশ্লিষ্ট কর্মকর্তারা জানান, প্রতিটি কেন্দ্রে পর্যাপ্ত সংখ্যক পুলিশ, আনসার ও অন্যান্য বাহিনীর সদস্য মোতায়েন থাকবে। ঝুঁকিপূর্ণ কেন্দ্রগুলোতে বাড়তি নজরদারি রাখা হবে। নির্বাচন কমিশন ও আইনশৃঙ্খলা বাহিনীর সদস্যদের সঙ্গে সমন্বয় করে ভোটকেন্দ্রে সর্বোচ্চ নিরাপত্তা নিশ্চিত করতে হবে। ভোটারদের নিরাপদে কেন্দ্রে আসা যাওয়ার পরিবেশ তৈরি করা হবে এবং কোনো ধরনের বিশৃঙ্খলা বরদাশত করা হবে না। সংশ্লিষ্ট কর্মকর্তারা জানান, প্রতিটি কেন্দ্রে পর্যাপ্ত সংখ্যক পুলিশ, আনসার ও অন্যান্য বাহিনীর সদস্য মোতায়েন থাকবে। ঝুঁকিপূর্ণ কেন্দ্রগুলোতে বাড়তি নজরদারি রাখা হবে। নির্বাচন কমিশন ও আইনশৃঙ্খলা বাহিনীর সদস্যদের সঙ্গে সমন্বয় করে ভোটকেন্দ্রে সর্বোচ্চ নিরাপত্তা নিশ্চিত করতে হবে। ভোটারদের নিরাপদে কেন্দ্রে আসা যাওয়ার পরিবেশ তৈরি করা হবে এবং কোনো ধরনের বিশৃঙ্খলা বরদাশত করা হবে না। সংশ্লিষ্ট কর্মকর্তারা জানান, প্রতিটি কেন্দ্রে পর্যাপ্ত সংখ্যক পুলিশ, আনসার ও অন্যান্য বাহিনীর সদস্য মোতায়েন থাকবে। ঝুঁকিপূর্ণ কেন্দ্রগুলোতে বাড়তি নজরদারি রাখা হবে।	[4, 583, 99, 756]
article-byline: (প্রথম পাতার পর)	[364, 754, 391, 759]
article-byline: (প্রথম পাতার পর)	[38, 774, 65, 778]
article-8	[103, 1237, 175, 2158]
article-5	[4, 1355, 99, 1442]
article-body: নির্বাচন কমিশন ও আইনশৃঙ্খলা বাহিনীর সদস্যদের সঙ্গে সমন্বয় করে ভোটকেন্দ্রে সর্বোচ্চ নিরাপত্তা নিশ্চিত করতে হবে। ভোটারদের নিরাপদে কেন্দ্রে আসা যাওয়ার পরিবেশ তৈরি করা হবে এবং কোনো ধরনের বিশৃঙ্খলা বরদাশত করা হবে না। সংশ্লিষ্ট কর্মকর্তারা জানান, প্রতিটি কেন্দ্রে পর্যাপ্ত সংখ্যক পুলিশ, আনসার ও অন্যান্য বাহিনীর সদস্য মোতায়েন থাকবে। ঝুঁকিপূর্ণ কেন্দ্রগুলোতে বাড়তি নজরদারি রাখা হবে। নির্বাচন কমিশন ও আইনশৃঙ্খলা বাহিনীর সদস্যদের সঙ্গে সমন্বয় করে ভোটকেন্দ্রে সর্বোচ্চ নিরাপত্তা নিশ্চিত করতে হবে। ভোটারদের নিরাপদে কেন্দ্রে আসা যাওয়ার পরিবেশ তৈরি করা হবে এবং কোনো ধরনের বিশৃঙ্খলা বরদাশত করা হবে না। সংশ্লিষ্ট কর্মকর্তারা জানান, প্রতিটি কেন্দ্রে পর্যাপ্ত সংখ্যক পুলিশ, আনসার ও অন্যান্য বাহিনীর সদস্য মোতায়েন থাকবে। ঝুঁকিপূর্ণ কেন্দ্রগুলোতে বাড়তি নজরদারি রাখা হবে। নির্বাচন কমিশন ও আইনশৃঙ্খলা বাহিনীর সদস্যদের সঙ্গে সমন্বয় করে ভোটকেন্দ্রে সর্বোচ্চ নিরাপত্তা নিশ্চিত করতে হবে। ভোটারদের নিরাপদে কেন্দ্রে আসা যাওয়ার পরিবেশ তৈরি করা হবে এবং কোনো ধরনের বিশৃঙ্খলা বরদাশত করা হবে না। সংশ্লিষ্ট কর্মকর্তারা জানান, প্রতিটি কেন্দ্রে পর্যাপ্ত সংখ্যক পুলিশ, আনসার ও অন্যান্য বাহিনীর সদস্য মোতায়েন থাকবে। ঝুঁকিপূর্ণ কেন্দ্রগুলোতে বাড়তি নজরদারি রাখা হবে। নির্বাচন কমিশন ও আইনশৃঙ্খলা বাহিনীর সদস্যদের সঙ্গে সমন্বয় করে ভোটকেন্দ্রে সর্বোচ্চ নিরাপত্তা নিশ্চিত করতে হবে। ভোটারদের নিরাপদে কেন্দ্রে আসা যাওয়ার পরিবেশ তৈরি করা হবে এবং কোনো ধরনের বিশৃঙ্খলা বরদাশত করা হবে না। সংশ্লিষ্ট কর্মকর্তারা জানান, প্রতিটি কেন্দ্রে পর্যাপ্ত সংখ্যক পুলিশ, আনসার ও অন্যান্য বাহিনীর সদস্য মোতায়েন থাকবে। ঝুঁকিপূর্ণ কেন্দ্রগুলোতে বাড়তি নজরদারি রাখা হবে। নির্বাচন কমিশন ও আইনশৃঙ্খলা বাহিনীর সদস্যদের সঙ্গে সমন্বয় করে ভোটকেন্দ্রে সর্বোচ্চ নিরাপত্তা নিশ্চিত করতে হবে। ভোটারদের নিরাপদে কেন্দ্রে আসা যাওয়ার পরিবেশ তৈরি করা হবে এবং কোনো ধরনের বিশৃঙ্খলা বরদাশত করা হবে না। সংশ্লিষ্ট কর্মকর্তারা জানান, প্রতিটি কেন্দ্রে পর্যাপ্ত সংখ্যক পুলিশ, আনসার ও অন্যান্য বাহিনীর সদস্য মোতায়েন থাকবে। ঝুঁকিপূর্ণ কেন্দ্রগুলোতে বাড়তি নজরদারি রাখা হবে। নির্বাচন কমিশন ও আইনশৃঙ্খলা বাহিনীর সদস্যদের সঙ্গে সমন্বয় করে ভোটকেন্দ্রে সর্বোচ্চ নিরাপত্তা নিশ্চিত করতে হবে। ভোটারদের নিরাপদে কেন্দ্রে আসা যাওয়ার পরিবেশ তৈরি করা হবে এবং কোনো ধরনের বিশৃঙ্খলা বরদাশত করা হবে না। সংশ্লিষ্ট কর্মকর্তারা জানান, প্রতিটি কেন্দ্রে পর্যাপ্ত সংখ্যক পুলিশ, আনসার ও অন্যান্য বাহিনীর সদস্য মোতায়েন থাকবে। ঝুঁকিপূর্ণ কেন্দ্রগুলোতে বাড়তি নজরদারি রাখা হবে। নির্বাচন কমিশন ও আইনশৃঙ্খলা বাহিনীর সদস্যদের সঙ্গে সমন্বয় করে ভোটকেন্দ্রে সর্বোচ্চ নিরাপত্তা নিশ্চিত করতে হবে। ভোটারদের নিরাপদে কেন্দ্রে আসা যাওয়ার পরিবেশ তৈরি করা হবে এবং কোনো ধরনের বিশৃঙ্খলা বরদাশত করা হবে না। সংশ্লিষ্ট কর্মকর্তারা জানান, প্রতিটি কেন্দ্রে পর্যাপ্ত সংখ্যক পুলিশ, আনসার ও অন্যান্য বাহিনীর সদস্য মোতায়েন থাকবে। ঝুঁকিপূর্ণ কেন্দ্রগুলোতে বাড়তি নজরদারি রাখা হবে। নির্বাচন কমিশন ও আইনশৃঙ্খলা বাহিনীর সদস্যদের সঙ্গে সমন্বয় করে ভোটকেন্দ্রে সর্বোচ্চ নিরাপত্তা নিশ্চিত করতে হবে। ভোটারদের নিরাপদে কেন্দ্রে আসা যাওয়ার পরিবেশ তৈরি করা হবে এবং কোনো ধরনের বিশৃঙ্খলা বরদাশত করা হবে না। সংশ্লিষ্ট কর্মকর্তারা জানান, প্রতিটি কেন্দ্রে পর্যাপ্ত সংখ্যক পুলিশ, আনসার ও অন্যান্য বাহিনীর সদস্য মোতায়েন থাকবে। ঝুঁকিপূর্ণ কেন্দ্রগুলোতে বাড়তি নজরদারি রাখা হবে। নির্বাচন কমিশন ও আইনশৃঙ্খলা বাহিনীর সদস্যদের সঙ্গে সমন্বয় করে ভোটকেন্দ্রে সর্বোচ্চ নিরাপত্তা নিশ্চিত করতে হবে। ভোটারদের নিরাপদে কেন্দ্রে আসা যাওয়ার পরিবেশ তৈরি করা হবে এবং কোনো ধরনের বিশৃঙ্খলা বরদাশত করা হবে না। সংশ্লিষ্ট কর্মকর্তারা জানান, প্রতিটি কেন্দ্রে পর্যাপ্ত সংখ্যক পুলিশ, আনসার ও অন্যান্য বাহিনীর সদস্য মোতায়েন থাকবে। ঝুঁকিপূর্ণ কেন্দ্রগুলোতে বাড়তি নজরদারি রাখা হবে। নির্বাচন কমিশন ও আইনশৃঙ্খলা বাহিনীর সদস্যদের সঙ্গে সমন্বয় করে ভোটকেন্দ্রে সর্বোচ্চ নিরাপত্তা নিশ্চিত করতে হবে। ভোটারদের নিরাপদে কেন্দ্রে আসা যাওয়ার পরিবেশ তৈরি করা হবে এবং কোনো ধরনের বিশৃঙ্খলা বরদাশত করা হবে না। সংশ্লিষ্ট কর্মকর্তারা জানান, প্রতিটি কেন্দ্রে পর্যাপ্ত সংখ্যক পুলিশ, আনসার ও অন্যান্য বাহিনীর সদস্য মোতায়েন থাকবে। ঝুঁকিপূর্ণ কেন্দ্রগুলোতে বাড়তি নজরদারি রাখা হবে। নির্বাচন কমিশন ও আইনশৃঙ্খলা বাহিনীর সদস্যদের সঙ্গে সমন্বয় করে ভোটকেন্দ্রে সর্বোচ্চ নিরাপত্তা নিশ্চিত করতে হবে। ভোটারদের নিরাপদে কেন্দ্রে আসা যাওয়ার পরিবেশ তৈরি করা হবে এবং কোনো ধরনের বিশৃঙ্খলা বরদাশত করা হবে না। সংশ্লিষ্ট কর্মকর্তারা জানান, প্রতিটি কেন্দ্রে পর্যাপ্ত সংখ্যক পুলিশ, আনসার ও অন্যান্য বাহিনীর সদস্য মোতায়েন থাকবে। ঝুঁকিপূর্ণ কেন্দ্রগুলোতে বাড়তি নজরদারি রাখা হবে। নির্বাচন কমিশন ও আইনশৃঙ্খলা বাহিনীর সদস্যদের সঙ্গে সমন্বয় করে ভোটকেন্দ্রে সর্বোচ্চ নিরাপত্তা নিশ্চিত করতে হবে। ভোটারদের নিরাপদে কেন্দ্রে আসা যাওয়ার পরিবেশ তৈরি করা হবে এবং কোনো ধরনের বিশৃঙ্খলা বরদাশত করা হবে না। সংশ্লিষ্ট কর্মকর্তারা জানান, প্রতিটি কেন্দ্রে পর্যাপ্ত সংখ্যক পুলিশ, আনসার ও অন্যান্য বাহিনীর সদস্য মোতায়েন থাকবে। ঝুঁকিপূর্ণ কেন্দ্রগুলোতে বাড়তি নজরদারি রাখা হবে। নির্বাচন কমিশন ও আইনশৃঙ্খলা বাহিনীর সদস্যদের সঙ্গে সমন্বয় করে ভোটকেন্দ্রে সর্বোচ্চ নিরাপত্তা নিশ্চিত করতে হবে। ভোটারদের নিরাপদে কেন্দ্রে আসা যাওয়ার পরিবেশ তৈরি করা হবে এবং কোনো ধরনের বিশৃঙ্খলা বরদাশত করা হবে না। সংশ্লিষ্ট কর্মকর্তারা জানান, প্রতিটি কেন্দ্রে পর্যাপ্ত সংখ্যক পুলিশ, আনসার ও অন্যান্য বাহিনীর সদস্য মোতায়েন থাকবে। ঝুঁকিপূর্ণ কেন্দ্রগুলোতে বাড়তি নজরদারি রাখা হবে। নির্বাচন কমিশন ও আইনশৃঙ্খলা বাহিনীর সদস্যদের সঙ্গে সমন্বয় করে ভোটকেন্দ্রে সর্বোচ্চ নিরাপত্তা নিশ্চিত করতে হবে। ভোটারদের নিরাপদে কেন্দ্রে আসা যাওয়ার পরিবেশ তৈরি করা হবে এবং কোনো ধরনের বিশৃঙ্খলা বরদাশত করা হবে না। সংশ্লিষ্ট কর্মকর্তারা জানান, প্রতিটি কেন্দ্রে পর্যাপ্ত সংখ্যক পুলিশ, আনসার ও অন্যান্য বাহিনীর সদস্য মোতায়েন থাকবে। ঝুঁকিপূর্ণ কেন্দ্রগুলোতে বাড়তি নজরদারি রাখা হবে।	[4, 82, 99, 558]
article-byline: (প্রথম পাতার পর)	[126, 417, 152, 422]
column-2	[103, 32, 175, 2157]
article-12	[256, 577, 328, 753]
article-headline: শবে বরাত আন্তরিক	[18, 1194, 85, 1205]
article-body: নির্বাচন কমিশন ও আইনশৃঙ্খলা বাহিনীর সদস্যদের সঙ্গে সমন্বয় করে ভোটকেন্দ্রে সর্বোচ্চ নিরাপত্তা নিশ্চিত করতে হবে। ভোটারদের নিরাপদে কেন্দ্রে আসা যাওয়ার পরিবেশ তৈরি করা হবে এবং কোনো ধরনের বিশৃঙ্খলা বরদাশত করা হবে না। সংশ্লিষ্ট কর্মকর্তারা জানান, প্রতিটি কেন্দ্রে পর্যাপ্ত সংখ্যক পুলিশ, আনসার ও অন্যান্য বাহিনীর সদস্য মোতায়েন থাকবে। ঝুঁকিপূর্ণ কেন্দ্রগুলোতে বাড়তি নজরদারি রাখা হবে। নির্বাচন কমিশন ও আইনশৃঙ্খলা বাহিনীর সদস্যদের সঙ্গে সমন্বয় করে ভোটকেন্দ্রে সর্বোচ্চ নিরাপত্তা নিশ্চিত করতে হবে। ভোটারদের নিরাপদে কেন্দ্রে আসা যাওয়ার পরিবেশ তৈরি করা হবে এবং কোনো ধরনের বিশৃঙ্খলা বরদাশত করা হবে না। সংশ্লিষ্ট কর্মকর্তারা জানান, প্রতিটি কেন্দ্রে পর্যাপ্ত সংখ্যক পুলিশ, আনসার ও অন্যান্য বাহিনীর সদস্য মোতায়েন থাকবে। ঝুঁকিপূর্ণ কেন্দ্রগুলোতে বাড়তি নজরদারি রাখা হবে। নির্বাচন কমিশন ও আইনশৃঙ্খলা বাহিনীর সদস্যদের সঙ্গে সমন্বয় করে ভোটকেন্দ্রে সর্বোচ্চ নিরাপত্তা নিশ্চিত করতে হবে। ভোটারদের নিরাপদে কেন্দ্রে আসা যাওয়ার পরিবেশ তৈরি করা হবে এবং কোনো ধরনের বিশৃঙ্খলা বরদাশত করা হবে না। সংশ্লিষ্ট কর্মকর্তারা জানান, প্রতিটি কেন্দ্রে পর্যাপ্ত সংখ্যক পুলিশ, আনসার ও অন্যান্য বাহিনীর সদস্য মোতায়েন থাকবে। ঝুঁকিপূর্ণ কেন্দ্রগুলোতে বাড়তি নজরদারি রাখা হবে। নির্বাচন কমিশন ও আইনশৃঙ্খলা বাহিনীর সদস্যদের সঙ্গে সমন্বয় করে ভোটকেন্দ্রে সর্বোচ্চ নিরাপত্তা নিশ্চিত করতে হবে। ভোটারদের নিরাপদে কেন্দ্রে আসা যাওয়ার পরিবেশ তৈরি করা হবে এবং কোনো ধরনের বিশৃঙ্খলা বরদাশত করা হবে না। সংশ্লিষ্ট কর্মকর্তারা জানান, প্রতিটি কেন্দ্রে পর্যাপ্ত সংখ্যক পুলিশ, আনসার ও অন্যান্য বাহিনীর সদস্য মোতায়েন থাকবে। ঝুঁকিপূর্ণ কেন্দ্রগুলোতে বাড়তি নজরদারি রাখা হবে। নির্বাচন কমিশন ও আইনশৃঙ্খলা বাহিনীর সদস্যদের সঙ্গে সমন্বয় করে ভোটকেন্দ্রে সর্বোচ্চ নিরাপত্তা নিশ্চিত করতে হবে। ভোটারদের নিরাপদে কেন্দ্রে আসা যাওয়ার পরিবেশ তৈরি করা হবে এবং কোনো ধরনের বিশৃঙ্খলা বরদাশত করা হবে না। সংশ্লিষ্ট কর্মকর্তারা জানান, প্রতিটি কেন্দ্রে পর্যাপ্ত সংখ্যক পুলিশ, আনসার ও অন্যান্য বাহিনীর সদস্য মোতায়েন থাকবে। ঝুঁকিপূর্ণ কেন্দ্রগুলোতে বাড়তি নজরদারি রাখা হবে। নির্বাচন কমিশন ও আইনশৃঙ্খলা বাহিনীর সদস্যদের সঙ্গে সমন্বয় করে ভোটকেন্দ্রে সর্বোচ্চ নিরাপত্তা নিশ্চিত করতে হবে। ভোটারদের নিরাপদে কেন্দ্রে আসা যাওয়ার পরিবেশ তৈরি করা হবে এবং কোনো ধরনের বিশৃঙ্খলা বরদাশত করা হবে না। সংশ্লিষ্ট কর্মকর্তারা জানান, প্রতিটি কেন্দ্রে পর্যাপ্ত সংখ্যক পুলিশ, আনসার ও অন্যান্য বাহিনীর সদস্য মোতায়েন থাকবে। ঝুঁকিপূর্ণ কেন্দ্রগুলোতে বাড়তি নজরদারি রাখা হবে। নির্বাচন কমিশন ও আইনশৃঙ্খলা বাহিনীর সদস্যদের সঙ্গে সমন্বয় করে ভোটকেন্দ্রে সর্বোচ্চ নিরাপত্তা নিশ্চিত করতে হবে। ভোটারদের নিরাপদে কেন্দ্রে আসা যাওয়ার পরিবেশ তৈরি করা হবে এবং কোনো ধরনের বিশৃঙ্খলা বরদাশত করা হবে না। সংশ্লিষ্ট কর্মকর্তারা জানান, প্রতিটি কেন্দ্রে পর্যাপ্ত সংখ্যক পুলিশ, আনসার ও অন্যান্য বাহিনীর সদস্য মোতায়েন থাকবে। ঝুঁকিপূর্ণ কেন্দ্রগুলোতে বাড়তি নজরদারি রাখা হবে। নির্বাচন কমিশন ও আইনশৃঙ্খলা বাহিনীর সদস্যদের সঙ্গে সমন্বয় করে ভোটকেন্দ্রে সর্বোচ্চ নিরাপত্তা নিশ্চিত করতে হবে। ভোটারদের নিরাপদে কেন্দ্রে আসা যাওয়ার পরিবেশ তৈরি করা হবে এবং কোনো ধরনের বিশৃঙ্খলা বরদাশত করা হবে না। সংশ্লিষ্ট কর্মকর্তারা জানান, প্রতিটি কেন্দ্রে পর্যাপ্ত সংখ্যক পুলিশ, আনসার ও অন্যান্য বাহিনীর সদস্য মোতায়েন থাকবে। ঝুঁকিপূর্ণ কেন্দ্রগুলোতে বাড়তি নজরদারি রাখা হবে। নির্বাচন কমিশন ও আইনশৃঙ্খলা বাহিনীর সদস্যদের সঙ্গে সমন্বয় করে ভোটকেন্দ্রে সর্বোচ্চ নিরাপত্তা নিশ্চিত করতে হবে। ভোটারদের নিরাপদে কেন্দ্রে আসা যাওয়ার পরিবেশ তৈরি করা হবে এবং কোনো ধরনের বিশৃঙ্খলা বরদাশত করা হবে না। সংশ্লিষ্ট কর্মকর্তারা জানান, প্রতিটি কেন্দ্রে পর্যাপ্ত সংখ্যক পুলিশ, আনসার ও অন্যান্য বাহিনীর সদস্য মোতায়েন থাকবে। ঝুঁকিপূর্ণ কেন্দ্রগুলোতে বাড়তি নজরদারি রাখা হবে। নির্বাচন কমিশন ও আইনশৃঙ্খলা বাহিনীর সদস্যদের সঙ্গে সমন্বয় করে ভোটকেন্দ্রে সর্বোচ্চ নিরাপত্তা নিশ্চিত করতে হবে। ভোটারদের নিরাপদে কেন্দ্রে আসা যাওয়ার পরিবেশ তৈরি করা হবে এবং কোনো ধরনের বিশৃঙ্খলা বরদাশত করা হবে না। সংশ্লিষ্ট কর্মকর্তারা জানান, প্রতিটি কেন্দ্রে পর্যাপ্ত সংখ্যক পুলিশ, আনসার ও অন্যান্য বাহিনীর সদস্য মোতায়েন থাকবে। ঝুঁকিপূর্ণ কেন্দ্রগুলোতে বাড়তি নজরদারি রাখা হবে। নির্বাচন কমিশন ও আইনশৃঙ্খলা বাহিনীর সদস্যদের সঙ্গে সমন্বয় করে ভোটকেন্দ্রে সর্বোচ্চ নিরাপত্তা নিশ্চিত করতে হবে। ভোটারদের নিরাপদে কেন্দ্রে আসা যাওয়ার পরিবেশ তৈরি করা হবে এবং কোনো ধরনের বিশৃঙ্খলা বরদাশত করা হবে না। সংশ্লিষ্ট কর্মকর্তারা জানান, প্রতিটি কেন্দ্রে পর্যাপ্ত সংখ্যক পুলিশ, আনসার ও অন্যান্য বাহিনীর সদস্য মোতায়েন থাকবে। ঝুঁকিপূর্ণ কেন্দ্রগুলোতে বাড়তি নজরদারি রাখা হবে। নির্বাচন কমিশন ও আইনশৃঙ্খলা বাহিনীর সদস্যদের সঙ্গে সমন্বয় করে ভোটকেন্দ্রে সর্বোচ্চ নিরাপত্তা নিশ্চিত করতে হবে। ভোটারদের নিরাপদে কেন্দ্রে আসা যাওয়ার পরিবেশ তৈরি করা হবে এবং কোনো ধরনের বিশৃঙ্খলা বরদাশত করা হবে না। সংশ্লিষ্ট কর্মকর্তারা জানান, প্রতিটি কেন্দ্রে পর্যাপ্ত সংখ্যক পুলিশ, আনসার ও অন্যান্য বাহিনীর সদস্য মোতায়েন থাকবে। ঝুঁকিপূর্ণ কেন্দ্রগুলোতে বাড়তি নজরদারি রাখা হবে। নির্বাচন কমিশন ও আইনশৃঙ্খলা বাহিনীর সদস্যদের সঙ্গে সমন্বয় করে ভোটকেন্দ্রে সর্বোচ্চ নিরাপত্তা নিশ্চিত করতে হবে। ভোটারদের নিরাপদে কেন্দ্রে আসা যাওয়ার পরিবেশ তৈরি করা হবে এবং কোনো ধরনের বিশৃঙ্খলা বরদাশত করা হবে না। সংশ্লিষ্ট কর্মকর্তারা জানান, প্রতিটি কেন্দ্রে পর্যাপ্ত সংখ্যক পুলিশ, আনসার ও অন্যান্য বাহিনীর সদস্য মোতায়েন থাকবে। ঝুঁকিপূর্ণ কেন্দ্রগুলোতে বাড়তি নজরদারি রাখা হবে। নির্বাচন কমিশন ও আইনশৃঙ্খলা বাহিনীর সদস্যদের সঙ্গে সমন্বয় করে ভোটকেন্দ্রে সর্বোচ্চ নিরাপত্তা নিশ্চিত করতে হবে। ভোটারদের নিরাপদে কেন্দ্রে আসা যাওয়ার পরিবেশ তৈরি করা হবে এবং কোনো ধরনের বিশৃঙ্খলা বরদাশত করা হবে না। সংশ্লিষ্ট কর্মকর্তারা জানান, প্রতিটি কেন্দ্রে পর্যাপ্ত সংখ্যক পুলিশ, আনসার ও অন্যান্য বাহিনীর সদস্য মোতায়েন থাকবে। ঝুঁকিপূর্ণ কেন্দ্রগুলোতে বাড়তি নজরদারি রাখা হবে। নির্বাচন কমিশন ও আইনশৃঙ্খলা বাহিনীর সদস্যদের সঙ্গে সমন্বয় করে ভোটকেন্দ্রে সর্বোচ্চ নিরাপত্তা নিশ্চিত করতে হবে। ভোটারদের নিরাপদে কেন্দ্রে আসা যাওয়ার পরিবেশ তৈরি করা হবে এবং কোনো ধরনের বিশৃঙ্খলা বরদাশত করা হবে না। সংশ্লিষ্ট কর্মকর্তারা জানান, প্রতিটি কেন্দ্রে পর্যাপ্ত সংখ্যক পুলিশ, আনসার ও অন্যান্য বাহিনীর সদস্য মোতায়েন থাকবে। ঝুঁকিপূর্ণ কেন্দ্রগুলোতে বাড়তি নজরদারি রাখা হবে। নির্বাচন কমিশন ও আইনশৃঙ্খলা বাহিনীর সদস্যদের সঙ্গে সমন্বয় করে ভোটকেন্দ্রে সর্বোচ্চ নিরাপত্তা নিশ্চিত করতে হবে। ভোটারদের নিরাপদে কেন্দ্রে আসা যাওয়ার পরিবেশ তৈরি করা হবে এবং কোনো ধরনের বিশৃঙ্খলা বরদাশত করা হবে না। সংশ্লিষ্ট কর্মকর্তারা জানান, প্রতিটি কেন্দ্রে পর্যাপ্ত সংখ্যক পুলিশ, আনসার ও অন্যান্য বাহিনীর সদস্য মোতায়েন থাকবে। ঝুঁকিপূর্ণ কেন্দ্রগুলোতে বাড়তি নজরদারি রাখা হবে। নির্বাচন কমিশন ও আইনশৃঙ্খলা বাহিনীর সদস্যদের সঙ্গে সমন্বয় করে ভোটকেন্দ্রে সর্বোচ্চ নিরাপত্তা নিশ্চিত করতে হবে। ভোটারদের নিরাপদে কেন্দ্রে আসা যাওয়ার পরিবেশ তৈরি করা হবে এবং কোনো ধরনের বিশৃঙ্খলা বরদাশত করা হবে না। সংশ্লিষ্ট কর্মকর্তারা জানান, প্রতিটি কেন্দ্রে পর্যাপ্ত সংখ্যক পুলিশ, আনসার ও অন্যান্য বাহিনীর সদস্য মোতায়েন থাকবে। ঝুঁকিপূর্ণ কেন্দ্রগুলোতে বাড়তি নজরদারি রাখা হবে। নির্বাচন কমিশন ও আইনশৃঙ্খলা বাহিনীর সদস্যদের সঙ্গে সমন্বয় করে ভোটকেন্দ্রে সর্বোচ্চ নিরাপত্তা নিশ্চিত করতে হবে। ভোটারদের নিরাপদে কেন্দ্রে আসা যাওয়ার পরিবেশ তৈরি করা হবে এবং কোনো ধরনের বিশৃঙ্খলা বরদাশত করা হবে না। সংশ্লিষ্ট কর্মকর্তারা জানান, প্রতিটি কেন্দ্রে পর্যাপ্ত সংখ্যক পুলিশ, আনসার ও অন্যান্য বাহিনীর সদস্য মোতায়েন থাকবে। ঝুঁকিপূর্ণ কেন্দ্রগুলোতে বাড়তি নজরদারি রাখা হবে।	[179, 397, 251, 1203]
article-byline: (প্রথম পাতার পর)	[38, 1460, 65, 1464]
article-byline: (প্রথম পাতার পর)	[278, 2065, 305, 2070]
article-21	[332, 1279, 423, 2030]
